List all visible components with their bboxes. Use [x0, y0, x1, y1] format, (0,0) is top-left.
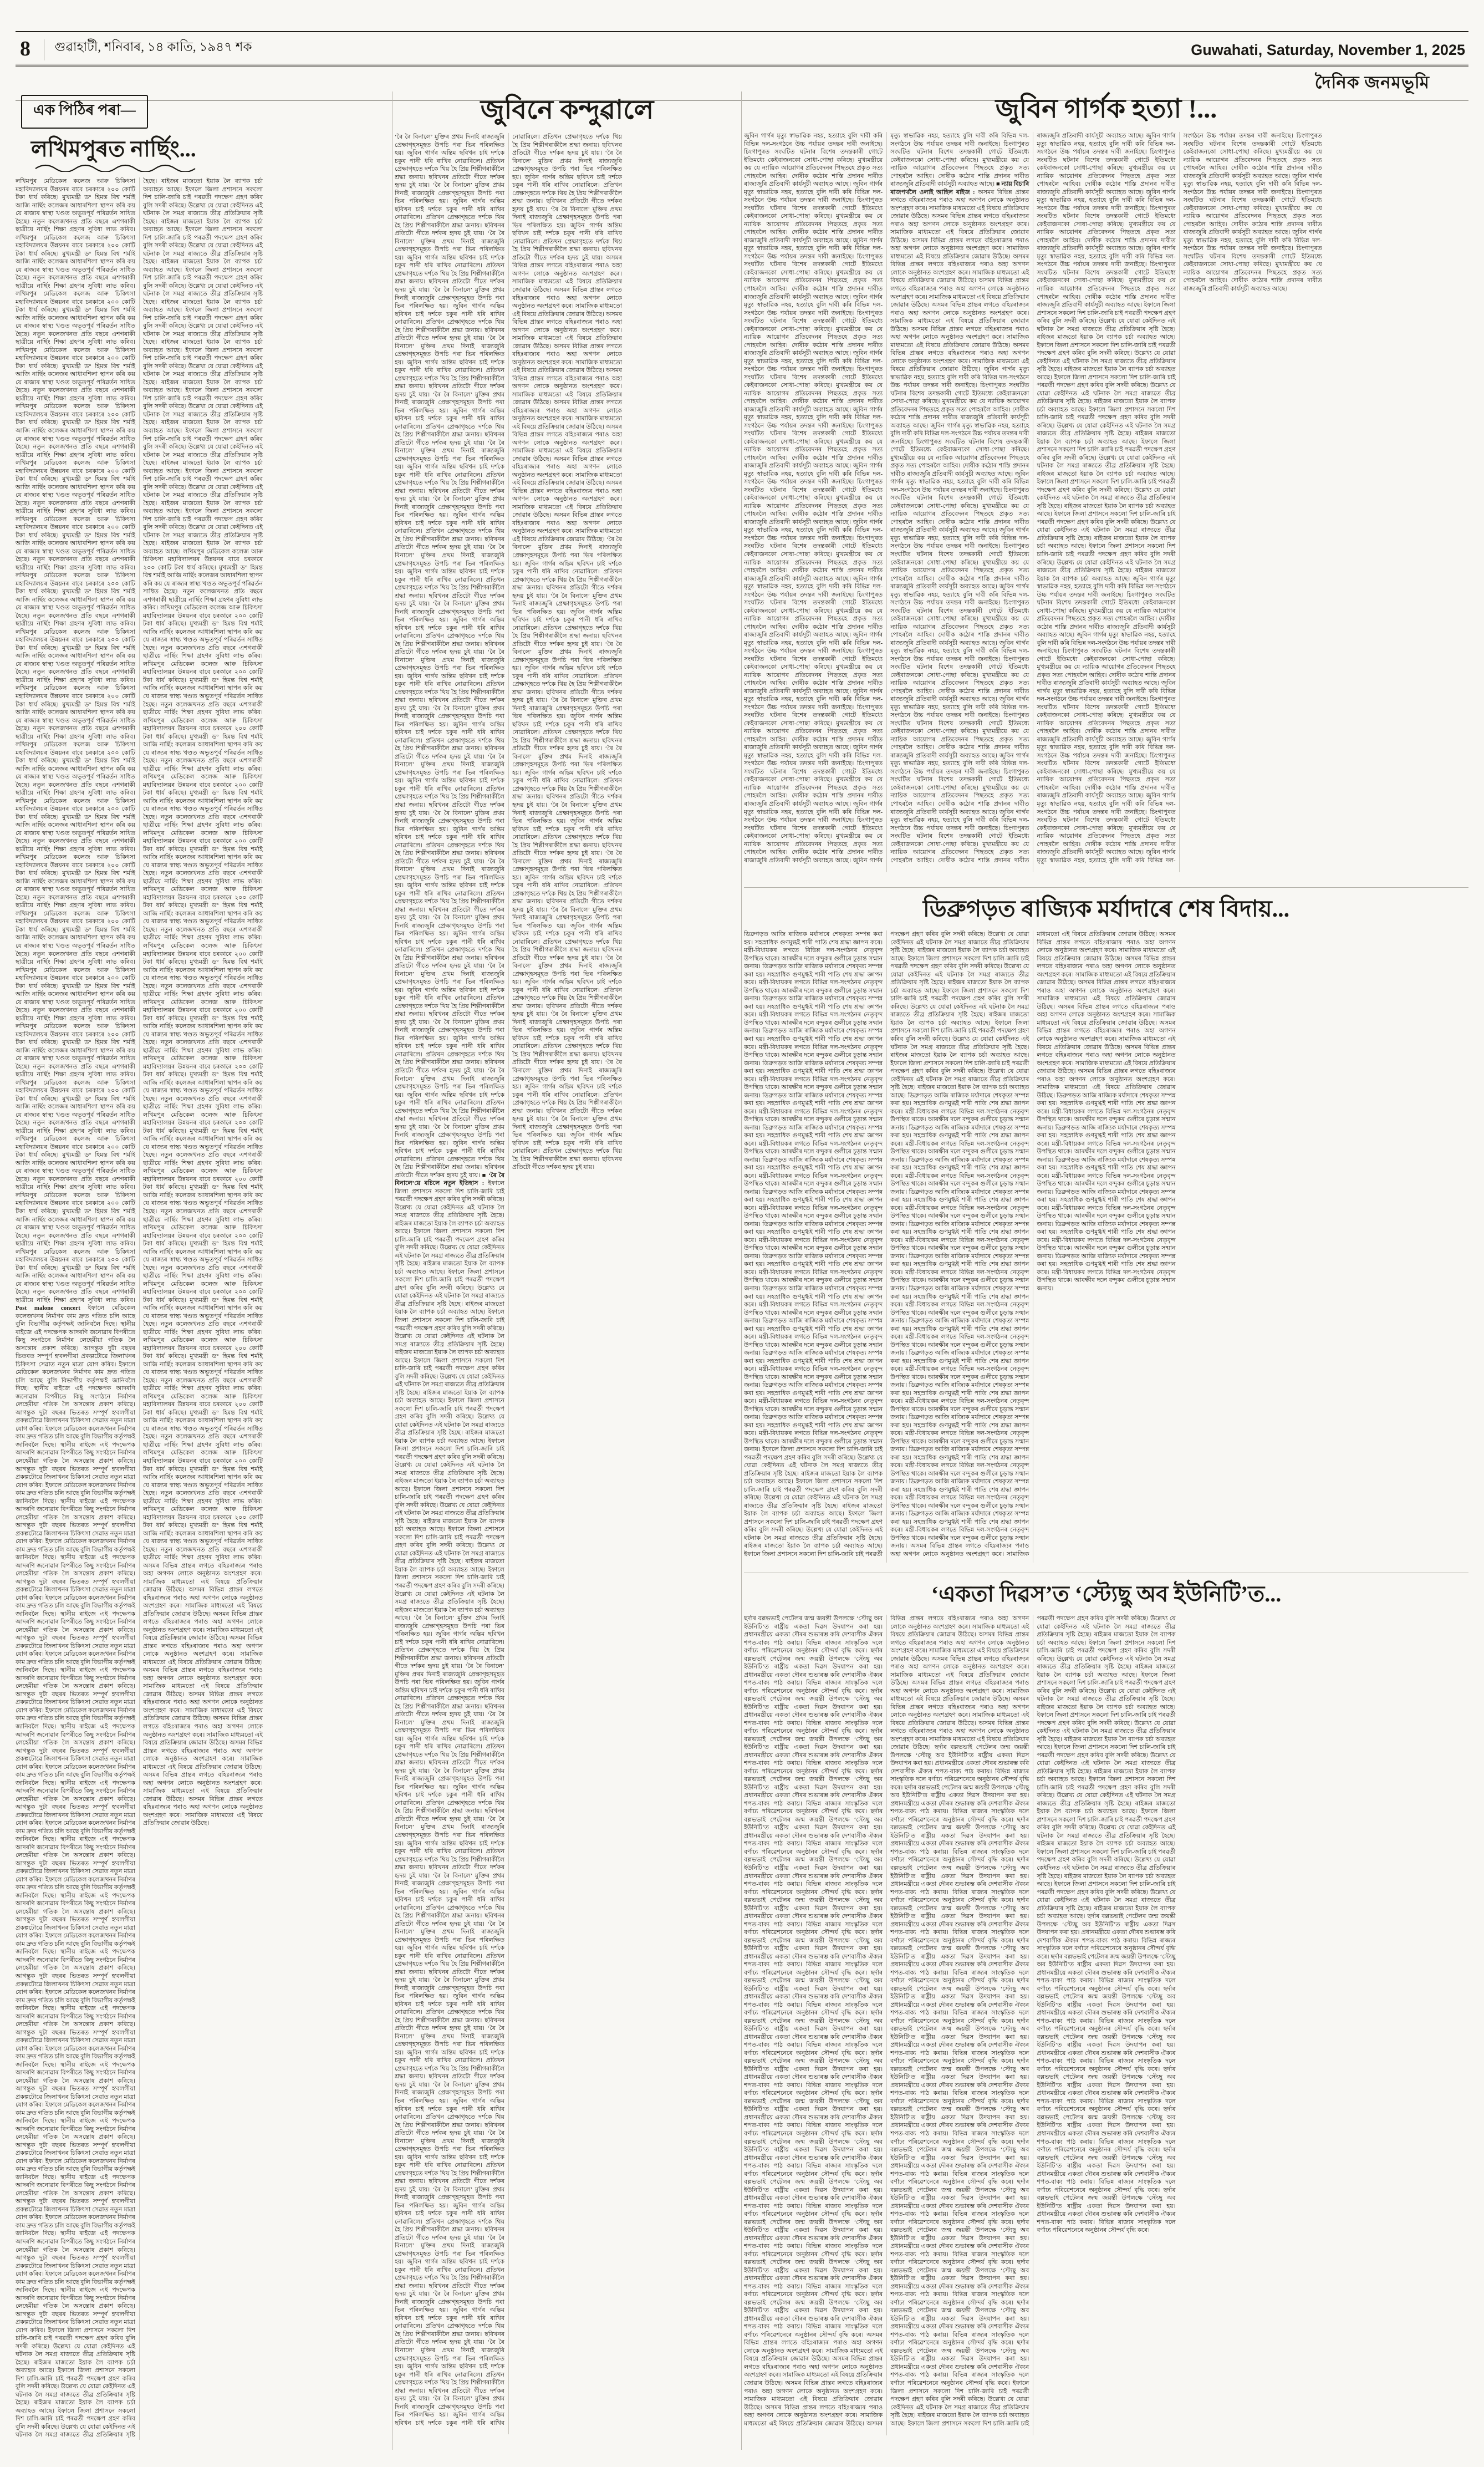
date-english: Guwahati, Saturday, November 1, 2025	[1191, 42, 1465, 58]
body-text: ইফালে জিলা প্ৰশাসনে সকলো দিশ চালি-জাৰি চাই পৰৱৰ্তী পদক্ষেপ গ্ৰহণ কৰিব বুলি সদৰী কৰিছে। উল্লেখ্য যে যোৱা কেইদিনত এই ঘটনাক লৈ সমগ্ৰ ৰাজ্যতে তীব্ৰ প্ৰতিক্ৰিয়াৰ সৃষ্টি হৈছে। ৰাইজৰ মাজতো ইয়াক লৈ ব্যাপক চৰ্চা অব্যাহত আছে। ইফালে জিলা প্ৰশাসনে সকলো দিশ চালি-জাৰি চাই পৰৱৰ্তী পদক্ষেপ গ্ৰহণ কৰিব বুলি সদৰী কৰিছে। উল্লেখ্য যে যোৱা কেইদিনত এই ঘটনাক লৈ সমগ্ৰ ৰাজ্যতে তীব্ৰ প্ৰতিক্ৰিয়াৰ সৃষ্টি হৈছে। ৰাইজৰ মাজতো ইয়াক লৈ ব্যাপক চৰ্চা অব্যাহত আছে। ইফালে জিলা প্ৰশাসনে সকলো দিশ চালি-জাৰি চাই পৰৱৰ্তী পদক্ষেপ গ্ৰহণ কৰিব বুলি সদৰী কৰিছে। উল্লেখ্য যে যোৱা কেইদিনত এই ঘটনাক লৈ সমগ্ৰ ৰাজ্যতে তীব্ৰ প্ৰতিক্ৰিয়াৰ সৃষ্টি হৈছে। ৰাইজৰ মাজতো ইয়াক লৈ ব্যাপক চৰ্চা অব্যাহত আছে। ইফালে জিলা প্ৰশাসনে সকলো দিশ চালি-জাৰি চাই পৰৱৰ্তী পদক্ষেপ গ্ৰহণ কৰিব বুলি সদৰী কৰিছে। উল্লেখ্য যে যোৱা কেইদিনত এই ঘটনাক লৈ সমগ্ৰ ৰাজ্যতে তীব্ৰ প্ৰতিক্ৰিয়াৰ সৃষ্টি হৈছে। ৰাইজৰ মাজতো ইয়াক লৈ ব্যাপক চৰ্চা অব্যাহত আছে। ইফালে জিলা প্ৰশাসনে সকলো দিশ চালি-জাৰি চাই পৰৱৰ্তী পদক্ষেপ গ্ৰহণ কৰিব বুলি সদৰী কৰিছে। উল্লেখ্য যে যোৱা কেইদিনত এই ঘটনাক লৈ সমগ্ৰ ৰাজ্যতে তীব্ৰ প্ৰতিক্ৰিয়াৰ সৃষ্টি হৈছে। ৰাইজৰ মাজতো ইয়াক লৈ ব্যাপক চৰ্চা অব্যাহত আছে। ইফালে জিলা প্ৰশাসনে সকলো দিশ চালি-জাৰি চাই পৰৱৰ্তী পদক্ষেপ গ্ৰহণ কৰিব বুলি সদৰী কৰিছে। উল্লেখ্য যে যোৱা কেইদিনত এই ঘটনাক লৈ সমগ্ৰ ৰাজ্যতে তীব্ৰ প্ৰতিক্ৰিয়াৰ সৃষ্টি হৈছে। ৰাইজৰ মাজতো ইয়াক লৈ ব্যাপক চৰ্চা অব্যাহত আছে। ইফালে জিলা প্ৰশাসনে সকলো দিশ চালি-জাৰি চাই পৰৱৰ্তী পদক্ষেপ গ্ৰহণ কৰিব বুলি সদৰী কৰিছে। উল্লেখ্য যে যোৱা কেইদিনত এই ঘটনাক লৈ সমগ্ৰ ৰাজ্যতে তীব্ৰ প্ৰতিক্ৰিয়াৰ সৃষ্টি হৈছে। ৰাইজৰ মাজতো ইয়াক লৈ ব্যাপক চৰ্চা অব্যাহত আছে। ইফালে জিলা প্ৰশাসনে সকলো দিশ চালি-জাৰি চাই পৰৱৰ্তী পদক্ষেপ গ্ৰহণ কৰিব বুলি সদৰী কৰিছে। উল্লেখ্য যে যোৱা কেইদিনত এই ঘটনাক লৈ সমগ্ৰ ৰাজ্যতে তীব্ৰ প্ৰতিক্ৰিয়াৰ সৃষ্টি হৈছে। ৰাইজৰ মাজতো ইয়াক লৈ ব্যাপক চৰ্চা অব্যাহত আছে। ইফালে জিলা প্ৰশাসনে সকলো দিশ চালি-জাৰি চাই পৰৱৰ্তী পদক্ষেপ গ্ৰহণ কৰিব বুলি সদৰী কৰিছে। উল্লেখ্য যে যোৱা কেইদিনত এই ঘটনাক লৈ সমগ্ৰ ৰাজ্যতে তীব্ৰ প্ৰতিক্ৰিয়াৰ সৃষ্টি হৈছে। ৰাইজৰ মাজতো ইয়াক লৈ ব্যাপক চৰ্চা অব্যাহত আছে। ইফালে জিলা প্ৰশাসনে সকলো দিশ চালি-জাৰি চাই পৰৱৰ্তী পদক্ষেপ গ্ৰহণ কৰিব বুলি সদৰী কৰিছে। উল্লেখ্য যে যোৱা কেইদিনত এই ঘটনাক লৈ সমগ্ৰ ৰাজ্যতে তীব্ৰ প্ৰতিক্ৰিয়াৰ সৃষ্টি হৈছে। ৰাইজৰ মাজতো ইয়াক লৈ ব্যাপক চৰ্চা অব্যাহত আছে। ইফালে জিলা প্ৰশাসনে সকলো দিশ চালি-জাৰি চাই পৰৱৰ্তী পদক্ষেপ গ্ৰহণ কৰিব বুলি সদৰী কৰিছে। উল্লেখ্য যে যোৱা কেইদিনত এই ঘটনাক লৈ সমগ্ৰ ৰাজ্যতে তীব্ৰ প্ৰতিক্ৰিয়াৰ সৃষ্টি হৈছে। ৰাইজৰ মাজতো ইয়াক লৈ ব্যাপক চৰ্চা অব্যাহত আছে। ইফালে জিলা প্ৰশাসনে সকলো দিশ চালি-জাৰি চাই পৰৱৰ্তী পদক্ষেপ গ্ৰহণ কৰিব বুলি সদৰী কৰিছে। উল্লেখ্য যে যোৱা কেইদিনত এই ঘটনাক লৈ সমগ্ৰ ৰাজ্যতে তীব্ৰ প্ৰতিক্ৰিয়াৰ সৃষ্টি হৈছে। ৰাইজৰ মাজতো ইয়াক লৈ ব্যাপক চৰ্চা অব্যাহত আছে।	[16, 178, 263, 2439]
body-text: জুবিন গাৰ্গৰ মৃত্যু স্বাভাৱিক নহয়, হত্যাহে বুলি দাবী কৰি বিভিন্ন দল-সংগঠনে উচ্চ পৰ্যায়ৰ তদন্তৰ দাবী জনাইছে। চিংগাপুৰত সংঘটিত ঘটনাৰ বিশেষ তদন্তকাৰী গোটে ইতিমধ্যে কেইবাজনকো সোধা-পোছা কৰিছে। মুখ্যমন্ত্ৰীয়ে কয় যে ন্যায়িক আয়োগৰ প্ৰতিবেদনৰ পিছতহে প্ৰকৃত সত্য পোহৰলৈ আহিব। দোষীক কঠোৰ শাস্তি প্ৰদানৰ দাবীত ৰাজ্যজুৰি প্ৰতিবাদী কাৰ্যসূচী অব্যাহত আছে। জুবিন গাৰ্গৰ মৃত্যু স্বাভাৱিক নহয়, হত্যাহে বুলি দাবী কৰি বিভিন্ন দল-সংগঠনে উচ্চ পৰ্যায়ৰ তদন্তৰ দাবী জনাইছে। চিংগাপুৰত সংঘটিত ঘটনাৰ বিশেষ তদন্তকাৰী গোটে ইতিমধ্যে কেইবাজনকো সোধা-পোছা কৰিছে। মুখ্যমন্ত্ৰীয়ে কয় যে ন্যায়িক আয়োগৰ প্ৰতিবেদনৰ পিছতহে প্ৰকৃত সত্য পোহৰলৈ আহিব। দোষীক কঠোৰ শাস্তি প্ৰদানৰ দাবীত ৰাজ্যজুৰি প্ৰতিবাদী কাৰ্যসূচী অব্যাহত আছে। জুবিন গাৰ্গৰ মৃত্যু স্বাভাৱিক নহয়, হত্যাহে বুলি দাবী কৰি বিভিন্ন দল-সংগঠনে উচ্চ পৰ্যায়ৰ তদন্তৰ দাবী জনাইছে। চিংগাপুৰত সংঘটিত ঘটনাৰ বিশেষ তদন্তকাৰী গোটে ইতিমধ্যে কেইবাজনকো সোধা-পোছা কৰিছে। মুখ্যমন্ত্ৰীয়ে কয় যে ন্যায়িক আয়োগৰ প্ৰতিবেদনৰ পিছতহে প্ৰকৃত সত্য পোহৰলৈ আহিব। দোষীক কঠোৰ শাস্তি প্ৰদানৰ দাবীত ৰাজ্যজুৰি প্ৰতিবাদী কাৰ্যসূচী অব্যাহত আছে। জুবিন গাৰ্গৰ মৃত্যু স্বাভাৱিক নহয়, হত্যাহে বুলি দাবী কৰি বিভিন্ন দল-সংগঠনে উচ্চ পৰ্যায়ৰ তদন্তৰ দাবী জনাইছে। চিংগাপুৰত সংঘটিত ঘটনাৰ বিশেষ তদন্তকাৰী গোটে ইতিমধ্যে কেইবাজনকো সোধা-পোছা কৰিছে। মুখ্যমন্ত্ৰীয়ে কয় যে ন্যায়িক আয়োগৰ প্ৰতিবেদনৰ পিছতহে প্ৰকৃত সত্য পোহৰলৈ আহিব। দোষীক কঠোৰ শাস্তি প্ৰদানৰ দাবীত ৰাজ্যজুৰি প্ৰতিবাদী কাৰ্যসূচী অব্যাহত আছে। জুবিন গাৰ্গৰ মৃত্যু স্বাভাৱিক নহয়, হত্যাহে বুলি দাবী কৰি বিভিন্ন দল-সংগঠনে উচ্চ পৰ্যায়ৰ তদন্তৰ দাবী জনাইছে। চিংগাপুৰত সংঘটিত ঘটনাৰ বিশেষ তদন্তকাৰী গোটে ইতিমধ্যে কেইবাজনকো সোধা-পোছা কৰিছে। মুখ্যমন্ত্ৰীয়ে কয় যে ন্যায়িক আয়োগৰ প্ৰতিবেদনৰ পিছতহে প্ৰকৃত সত্য পোহৰলৈ আহিব। দোষীক কঠোৰ শাস্তি প্ৰদানৰ দাবীত ৰাজ্যজুৰি প্ৰতিবাদী কাৰ্যসূচী অব্যাহত আছে। জুবিন গাৰ্গৰ মৃত্যু স্বাভাৱিক নহয়, হত্যাহে বুলি দাবী কৰি বিভিন্ন দল-সংগঠনে উচ্চ পৰ্যায়ৰ তদন্তৰ দাবী জনাইছে। চিংগাপুৰত সংঘটিত ঘটনাৰ বিশেষ তদন্তকাৰী গোটে ইতিমধ্যে কেইবাজনকো সোধা-পোছা কৰিছে। মুখ্যমন্ত্ৰীয়ে কয় যে ন্যায়িক আয়োগৰ প্ৰতিবেদনৰ পিছতহে প্ৰকৃত সত্য পোহৰলৈ আহিব। দোষীক কঠোৰ শাস্তি প্ৰদানৰ দাবীত ৰাজ্যজুৰি প্ৰতিবাদী কাৰ্যসূচী অব্যাহত আছে। জুবিন গাৰ্গৰ মৃত্যু স্বাভাৱিক নহয়, হত্যাহে বুলি দাবী কৰি বিভিন্ন দল-সংগঠনে উচ্চ পৰ্যায়ৰ তদন্তৰ দাবী জনাইছে। চিংগাপুৰত সংঘটিত ঘটনাৰ বিশেষ তদন্তকাৰী গোটে ইতিমধ্যে কেইবাজনকো সোধা-পোছা কৰিছে। মুখ্যমন্ত্ৰীয়ে কয় যে ন্যায়িক আয়োগৰ প্ৰতিবেদনৰ পিছতহে প্ৰকৃত সত্য পোহৰলৈ আহিব। দোষীক কঠোৰ শাস্তি প্ৰদানৰ দাবীত ৰাজ্যজুৰি প্ৰতিবাদী কাৰ্যসূচী অব্যাহত আছে। জুবিন গাৰ্গৰ মৃত্যু স্বাভাৱিক নহয়, হত্যাহে বুলি দাবী কৰি বিভিন্ন দল-সংগঠনে উচ্চ পৰ্যায়ৰ তদন্তৰ দাবী জনাইছে। চিংগাপুৰত সংঘটিত ঘটনাৰ বিশেষ তদন্তকাৰী গোটে ইতিমধ্যে কেইবাজনকো সোধা-পোছা কৰিছে। মুখ্যমন্ত্ৰীয়ে কয় যে ন্যায়িক আয়োগৰ প্ৰতিবেদনৰ পিছতহে প্ৰকৃত সত্য পোহৰলৈ আহিব। দোষীক কঠোৰ শাস্তি প্ৰদানৰ দাবীত ৰাজ্যজুৰি প্ৰতিবাদী কাৰ্যসূচী অব্যাহত আছে। জুবিন গাৰ্গৰ মৃত্যু স্বাভাৱিক নহয়, হত্যাহে বুলি দাবী কৰি বিভিন্ন দল-সংগঠনে উচ্চ পৰ্যায়ৰ তদন্তৰ দাবী জনাইছে। চিংগাপুৰত সংঘটিত ঘটনাৰ বিশেষ তদন্তকাৰী গোটে ইতিমধ্যে কেইবাজনকো সোধা-পোছা কৰিছে। মুখ্যমন্ত্ৰীয়ে কয় যে ন্যায়িক আয়োগৰ প্ৰতিবেদনৰ পিছতহে প্ৰকৃত সত্য পোহৰলৈ আহিব। দোষীক কঠোৰ শাস্তি প্ৰদানৰ দাবীত ৰাজ্যজুৰি প্ৰতিবাদী কাৰ্যসূচী অব্যাহত আছে। জুবিন গাৰ্গৰ মৃত্যু স্বাভাৱিক নহয়, হত্যাহে বুলি দাবী কৰি বিভিন্ন দল-সংগঠনে উচ্চ পৰ্যায়ৰ তদন্তৰ দাবী জনাইছে। চিংগাপুৰত সংঘটিত ঘটনাৰ বিশেষ তদন্তকাৰী গোটে ইতিমধ্যে কেইবাজনকো সোধা-পোছা কৰিছে। মুখ্যমন্ত্ৰীয়ে কয় যে ন্যায়িক আয়োগৰ প্ৰতিবেদনৰ পিছতহে প্ৰকৃত সত্য পোহৰলৈ আহিব। দোষীক কঠোৰ শাস্তি প্ৰদানৰ দাবীত ৰাজ্যজুৰি প্ৰতিবাদী কাৰ্যসূচী অব্যাহত আছে। জুবিন গাৰ্গৰ মৃত্যু স্বাভাৱিক নহয়, হত্যাহে বুলি দাবী কৰি বিভিন্ন দল-সংগঠনে উচ্চ পৰ্যায়ৰ তদন্তৰ দাবী জনাইছে। চিংগাপুৰত সংঘটিত ঘটনাৰ বিশেষ তদন্তকাৰী গোটে ইতিমধ্যে কেইবাজনকো সোধা-পোছা কৰিছে। মুখ্যমন্ত্ৰীয়ে কয় যে ন্যায়িক আয়োগৰ প্ৰতিবেদনৰ পিছতহে প্ৰকৃত সত্য পোহৰলৈ আহিব। দোষীক কঠোৰ শাস্তি প্ৰদানৰ দাবীত ৰাজ্যজুৰি প্ৰতিবাদী কাৰ্যসূচী অব্যাহত আছে। জুবিন গাৰ্গৰ মৃত্যু স্বাভাৱিক নহয়, হত্যাহে বুলি দাবী কৰি বিভিন্ন দল-সংগঠনে উচ্চ পৰ্যায়ৰ তদন্তৰ দাবী জনাইছে। চিংগাপুৰত সংঘটিত ঘটনাৰ বিশেষ তদন্তকাৰী গোটে ইতিমধ্যে কেইবাজনকো সোধা-পোছা কৰিছে। মুখ্যমন্ত্ৰীয়ে কয় যে ন্যায়িক আয়োগৰ প্ৰতিবেদনৰ পিছতহে প্ৰকৃত সত্য পোহৰলৈ আহিব। দোষীক কঠোৰ শাস্তি প্ৰদানৰ দাবীত ৰাজ্যজুৰি প্ৰতিবাদী কাৰ্যসূচী অব্যাহত আছে।	[890, 133, 1176, 864]
body-text: ‘ৰৈ ৰৈ বিনালে’ মুক্তিৰ প্ৰথম দিনাই ৰাজ্যজুৰি প্ৰেক্ষাগৃহসমূহত উপচি পৰা ভিৰ পৰিলক্ষিত হয়। জুবিন গাৰ্গৰ অন্তিম ছবিখন চাই দৰ্শকে চকুৰ পানী ধৰি ৰাখিব নোৱাৰিলে। প্ৰতিখন প্ৰেক্ষাগৃহতে দৰ্শকে থিয় হৈ প্ৰিয় শিল্পীগৰাকীলৈ শ্ৰদ্ধা জনায়। ছবিখনৰ প্ৰতিটো গীতে দৰ্শকৰ হৃদয় চুই যায়। ‘ৰৈ ৰৈ বিনালে’ মুক্তিৰ প্ৰথম দিনাই ৰাজ্যজুৰি প্ৰেক্ষাগৃহসমূহত উপচি পৰা ভিৰ পৰিলক্ষিত হয়। জুবিন গাৰ্গৰ অন্তিম ছবিখন চাই দৰ্শকে চকুৰ পানী ধৰি ৰাখিব নোৱাৰিলে। প্ৰতিখন প্ৰেক্ষাগৃহতে দৰ্শকে থিয় হৈ প্ৰিয় শিল্পীগৰাকীলৈ শ্ৰদ্ধা জনায়। ছবিখনৰ প্ৰতিটো গীতে দৰ্শকৰ হৃদয় চুই যায়। ‘ৰৈ ৰৈ বিনালে’ মুক্তিৰ প্ৰথম দিনাই ৰাজ্যজুৰি প্ৰেক্ষাগৃহসমূহত উপচি পৰা ভিৰ পৰিলক্ষিত হয়। জুবিন গাৰ্গৰ অন্তিম ছবিখন চাই দৰ্শকে চকুৰ পানী ধৰি ৰাখিব নোৱাৰিলে। প্ৰতিখন প্ৰেক্ষাগৃহতে দৰ্শকে থিয় হৈ প্ৰিয় শিল্পীগৰাকীলৈ শ্ৰদ্ধা জনায়। ছবিখনৰ প্ৰতিটো গীতে দৰ্শকৰ হৃদয় চুই যায়। ‘ৰৈ ৰৈ বিনালে’ মুক্তিৰ প্ৰথম দিনাই ৰাজ্যজুৰি প্ৰেক্ষাগৃহসমূহত উপচি পৰা ভিৰ পৰিলক্ষিত হয়। জুবিন গাৰ্গৰ অন্তিম ছবিখন চাই দৰ্শকে চকুৰ পানী ধৰি ৰাখিব নোৱাৰিলে। প্ৰতিখন প্ৰেক্ষাগৃহতে দৰ্শকে থিয় হৈ প্ৰিয় শিল্পীগৰাকীলৈ শ্ৰদ্ধা জনায়। ছবিখনৰ প্ৰতিটো গীতে দৰ্শকৰ হৃদয় চুই যায়। ‘ৰৈ ৰৈ বিনালে’ মুক্তিৰ প্ৰথম দিনাই ৰাজ্যজুৰি প্ৰেক্ষাগৃহসমূহত উপচি পৰা ভিৰ পৰিলক্ষিত হয়। জুবিন গাৰ্গৰ অন্তিম ছবিখন চাই দৰ্শকে চকুৰ পানী ধৰি ৰাখিব নোৱাৰিলে। প্ৰতিখন প্ৰেক্ষাগৃহতে দৰ্শকে থিয় হৈ প্ৰিয় শিল্পীগৰাকীলৈ শ্ৰদ্ধা জনায়। ছবিখনৰ প্ৰতিটো গীতে দৰ্শকৰ হৃদয় চুই যায়। ‘ৰৈ ৰৈ বিনালে’ মুক্তিৰ প্ৰথম দিনাই ৰাজ্যজুৰি প্ৰেক্ষাগৃহসমূহত উপচি পৰা ভিৰ পৰিলক্ষিত হয়। জুবিন গাৰ্গৰ অন্তিম ছবিখন চাই দৰ্শকে চকুৰ পানী ধৰি ৰাখিব নোৱাৰিলে। প্ৰতিখন প্ৰেক্ষাগৃহতে দৰ্শকে থিয় হৈ প্ৰিয় শিল্পীগৰাকীলৈ শ্ৰদ্ধা জনায়। ছবিখনৰ প্ৰতিটো গীতে দৰ্শকৰ হৃদয় চুই যায়। ‘ৰৈ ৰৈ বিনালে’ মুক্তিৰ প্ৰথম দিনাই ৰাজ্যজুৰি প্ৰেক্ষাগৃহসমূহত উপচি পৰা ভিৰ পৰিলক্ষিত হয়। জুবিন গাৰ্গৰ অন্তিম ছবিখন চাই দৰ্শকে চকুৰ পানী ধৰি ৰাখিব নোৱাৰিলে। প্ৰতিখন প্ৰেক্ষাগৃহতে দৰ্শকে থিয় হৈ প্ৰিয় শিল্পীগৰাকীলৈ শ্ৰদ্ধা জনায়। ছবিখনৰ প্ৰতিটো গীতে দৰ্শকৰ হৃদয় চুই যায়। ‘ৰৈ ৰৈ বিনালে’ মুক্তিৰ প্ৰথম দিনাই ৰাজ্যজুৰি প্ৰেক্ষাগৃহসমূহত উপচি পৰা ভিৰ পৰিলক্ষিত হয়। জুবিন গাৰ্গৰ অন্তিম ছবিখন চাই দৰ্শকে চকুৰ পানী ধৰি ৰাখিব নোৱাৰিলে। প্ৰতিখন প্ৰেক্ষাগৃহতে দৰ্শকে থিয় হৈ প্ৰিয় শিল্পীগৰাকীলৈ শ্ৰদ্ধা জনায়। ছবিখনৰ প্ৰতিটো গীতে দৰ্শকৰ হৃদয় চুই যায়। ‘ৰৈ ৰৈ বিনালে’ মুক্তিৰ প্ৰথম দিনাই ৰাজ্যজুৰি প্ৰেক্ষাগৃহসমূহত উপচি পৰা ভিৰ পৰিলক্ষিত হয়। জুবিন গাৰ্গৰ অন্তিম ছবিখন চাই দৰ্শকে চকুৰ পানী ধৰি ৰাখিব নোৱাৰিলে। প্ৰতিখন প্ৰেক্ষাগৃহতে দৰ্শকে থিয় হৈ প্ৰিয় শিল্পীগৰাকীলৈ শ্ৰদ্ধা জনায়। ছবিখনৰ প্ৰতিটো গীতে দৰ্শকৰ হৃদয় চুই যায়। ‘ৰৈ ৰৈ বিনালে’ মুক্তিৰ প্ৰথম দিনাই ৰাজ্যজুৰি প্ৰেক্ষাগৃহসমূহত উপচি পৰা ভিৰ পৰিলক্ষিত হয়। জুবিন গাৰ্গৰ অন্তিম ছবিখন চাই দৰ্শকে চকুৰ পানী ধৰি ৰাখিব নোৱাৰিলে। প্ৰতিখন প্ৰেক্ষাগৃহতে দৰ্শকে থিয় হৈ প্ৰিয় শিল্পীগৰাকীলৈ শ্ৰদ্ধা জনায়। ছবিখনৰ প্ৰতিটো গীতে দৰ্শকৰ হৃদয় চুই যায়। ‘ৰৈ ৰৈ বিনালে’ মুক্তিৰ প্ৰথম দিনাই ৰাজ্যজুৰি প্ৰেক্ষাগৃহসমূহত উপচি পৰা ভিৰ পৰিলক্ষিত হয়। জুবিন গাৰ্গৰ অন্তিম ছবিখন চাই দৰ্শকে চকুৰ পানী ধৰি ৰাখিব নোৱাৰিলে। প্ৰতিখন প্ৰেক্ষাগৃহতে দৰ্শকে থিয় হৈ প্ৰিয় শিল্পীগৰাকীলৈ শ্ৰদ্ধা জনায়। ছবিখনৰ প্ৰতিটো গীতে দৰ্শকৰ হৃদয় চুই যায়। ‘ৰৈ ৰৈ বিনালে’ মুক্তিৰ প্ৰথম দিনাই ৰাজ্যজুৰি প্ৰেক্ষাগৃহসমূহত উপচি পৰা ভিৰ পৰিলক্ষিত হয়। জুবিন গাৰ্গৰ অন্তিম ছবিখন চাই দৰ্শকে চকুৰ পানী ধৰি ৰাখিব নোৱাৰিলে। প্ৰতিখন প্ৰেক্ষাগৃহতে দৰ্শকে থিয় হৈ প্ৰিয় শিল্পীগৰাকীলৈ শ্ৰদ্ধা জনায়। ছবিখনৰ প্ৰতিটো গীতে দৰ্শকৰ হৃদয় চুই যায়। ‘ৰৈ ৰৈ বিনালে’ মুক্তিৰ প্ৰথম দিনাই ৰাজ্যজুৰি প্ৰেক্ষাগৃহসমূহত উপচি পৰা ভিৰ পৰিলক্ষিত হয়। জুবিন গাৰ্গৰ অন্তিম ছবিখন চাই দৰ্শকে চকুৰ পানী ধৰি ৰাখিব নোৱাৰিলে। প্ৰতিখন প্ৰেক্ষাগৃহতে দৰ্শকে থিয় হৈ প্ৰিয় শিল্পীগৰাকীলৈ শ্ৰদ্ধা জনায়। ছবিখনৰ প্ৰতিটো গীতে দৰ্শকৰ হৃদয় চুই যায়। ‘ৰৈ ৰৈ বিনালে’ মুক্তিৰ প্ৰথম দিনাই ৰাজ্যজুৰি প্ৰেক্ষাগৃহসমূহত উপচি পৰা ভিৰ পৰিলক্ষিত হয়। জুবিন গাৰ্গৰ অন্তিম ছবিখন চাই দৰ্শকে চকুৰ পানী ধৰি ৰাখিব নোৱাৰিলে। প্ৰতিখন প্ৰেক্ষাগৃহতে দৰ্শকে থিয় হৈ প্ৰিয় শিল্পীগৰাকীলৈ শ্ৰদ্ধা জনায়। ছবিখনৰ প্ৰতিটো গীতে দৰ্শকৰ হৃদয় চুই যায়। ‘ৰৈ ৰৈ বিনালে’ মুক্তিৰ প্ৰথম দিনাই ৰাজ্যজুৰি প্ৰেক্ষাগৃহসমূহত উপচি পৰা ভিৰ পৰিলক্ষিত হয়। জুবিন গাৰ্গৰ অন্তিম ছবিখন চাই দৰ্শকে চকুৰ পানী ধৰি ৰাখিব নোৱাৰিলে। প্ৰতিখন প্ৰেক্ষাগৃহতে দৰ্শকে থিয় হৈ প্ৰিয় শিল্পীগৰাকীলৈ শ্ৰদ্ধা জনায়। ছবিখনৰ প্ৰতিটো গীতে দৰ্শকৰ হৃদয় চুই যায়। ‘ৰৈ ৰৈ বিনালে’ মুক্তিৰ প্ৰথম দিনাই ৰাজ্যজুৰি প্ৰেক্ষাগৃহসমূহত উপচি পৰা ভিৰ পৰিলক্ষিত হয়। জুবিন গাৰ্গৰ অন্তিম ছবিখন চাই দৰ্শকে চকুৰ পানী ধৰি ৰাখিব নোৱাৰিলে। প্ৰতিখন প্ৰেক্ষাগৃহতে দৰ্শকে থিয় হৈ প্ৰিয় শিল্পীগৰাকীলৈ শ্ৰদ্ধা জনায়। ছবিখনৰ প্ৰতিটো গীতে দৰ্শকৰ হৃদয় চুই যায়। ‘ৰৈ ৰৈ বিনালে’ মুক্তিৰ প্ৰথম দিনাই ৰাজ্যজুৰি প্ৰেক্ষাগৃহসমূহত উপচি পৰা ভিৰ পৰিলক্ষিত হয়। জুবিন গাৰ্গৰ অন্তিম ছবিখন চাই দৰ্শকে চকুৰ পানী ধৰি ৰাখিব নোৱাৰিলে। প্ৰতিখন প্ৰেক্ষাগৃহতে দৰ্শকে থিয় হৈ প্ৰিয় শিল্পীগৰাকীলৈ শ্ৰদ্ধা জনায়। ছবিখনৰ প্ৰতিটো গীতে দৰ্শকৰ হৃদয় চুই যায়। ‘ৰৈ ৰৈ বিনালে’ মুক্তিৰ প্ৰথম দিনাই ৰাজ্যজুৰি প্ৰেক্ষাগৃহসমূহত উপচি পৰা ভিৰ পৰিলক্ষিত হয়। জুবিন গাৰ্গৰ অন্তিম ছবিখন চাই দৰ্শকে চকুৰ পানী ধৰি ৰাখিব নোৱাৰিলে। প্ৰতিখন প্ৰেক্ষাগৃহতে দৰ্শকে থিয় হৈ প্ৰিয় শিল্পীগৰাকীলৈ শ্ৰদ্ধা জনায়। ছবিখনৰ প্ৰতিটো গীতে দৰ্শকৰ হৃদয় চুই যায়। ‘ৰৈ ৰৈ বিনালে’ মুক্তিৰ প্ৰথম দিনাই ৰাজ্যজুৰি প্ৰেক্ষাগৃহসমূহত উপচি পৰা ভিৰ পৰিলক্ষিত হয়। জুবিন গাৰ্গৰ অন্তিম ছবিখন চাই দৰ্শকে চকুৰ পানী ধৰি ৰাখিব নোৱাৰিলে। প্ৰতিখন প্ৰেক্ষাগৃহতে দৰ্শকে থিয় হৈ প্ৰিয় শিল্পীগৰাকীলৈ শ্ৰদ্ধা জনায়। ছবিখনৰ প্ৰতিটো গীতে দৰ্শকৰ হৃদয় চুই যায়। ‘ৰৈ ৰৈ বিনালে’ মুক্তিৰ প্ৰথম দিনাই ৰাজ্যজুৰি প্ৰেক্ষাগৃহসমূহত উপচি পৰা ভিৰ পৰিলক্ষিত হয়। জুবিন গাৰ্গৰ অন্তিম ছবিখন চাই দৰ্শকে চকুৰ পানী ধৰি ৰাখিব নোৱাৰিলে। প্ৰতিখন প্ৰেক্ষাগৃহতে দৰ্শকে থিয় হৈ প্ৰিয় শিল্পীগৰাকীলৈ শ্ৰদ্ধা জনায়। ছবিখনৰ প্ৰতিটো গীতে দৰ্শকৰ হৃদয় চুই যায়।	[395, 134, 504, 1179]
article-zubeen-garg-murder	[744, 91, 1468, 884]
body-text: ডিব্ৰুগড়ত আজি ৰাজ্যিক মৰ্যাদাৰে শেষকৃত্য সম্পন্ন কৰা হয়। সহস্ৰাধিক গুণমুগ্ধই শাৰী পাতি শেষ শ্ৰদ্ধা জ্ঞাপন কৰে। মন্ত্ৰী-বিধায়কৰ লগতে বিভিন্ন দল-সংগঠনৰ নেতৃবৃন্দ উপস্থিত থাকে। আৰক্ষীৰ দলে বন্দুকৰ গুলীৰে চূড়ান্ত সন্মান জনায়। ডিব্ৰুগড়ত আজি ৰাজ্যিক মৰ্যাদাৰে শেষকৃত্য সম্পন্ন কৰা হয়। সহস্ৰাধিক গুণমুগ্ধই শাৰী পাতি শেষ শ্ৰদ্ধা জ্ঞাপন কৰে। মন্ত্ৰী-বিধায়কৰ লগতে বিভিন্ন দল-সংগঠনৰ নেতৃবৃন্দ উপস্থিত থাকে। আৰক্ষীৰ দলে বন্দুকৰ গুলীৰে চূড়ান্ত সন্মান জনায়। ডিব্ৰুগড়ত আজি ৰাজ্যিক মৰ্যাদাৰে শেষকৃত্য সম্পন্ন কৰা হয়। সহস্ৰাধিক গুণমুগ্ধই শাৰী পাতি শেষ শ্ৰদ্ধা জ্ঞাপন কৰে। মন্ত্ৰী-বিধায়কৰ লগতে বিভিন্ন দল-সংগঠনৰ নেতৃবৃন্দ উপস্থিত থাকে। আৰক্ষীৰ দলে বন্দুকৰ গুলীৰে চূড়ান্ত সন্মান জনায়। ডিব্ৰুগড়ত আজি ৰাজ্যিক মৰ্যাদাৰে শেষকৃত্য সম্পন্ন কৰা হয়। সহস্ৰাধিক গুণমুগ্ধই শাৰী পাতি শেষ শ্ৰদ্ধা জ্ঞাপন কৰে। মন্ত্ৰী-বিধায়কৰ লগতে বিভিন্ন দল-সংগঠনৰ নেতৃবৃন্দ উপস্থিত থাকে। আৰক্ষীৰ দলে বন্দুকৰ গুলীৰে চূড়ান্ত সন্মান জনায়। ডিব্ৰুগড়ত আজি ৰাজ্যিক মৰ্যাদাৰে শেষকৃত্য সম্পন্ন কৰা হয়। সহস্ৰাধিক গুণমুগ্ধই শাৰী পাতি শেষ শ্ৰদ্ধা জ্ঞাপন কৰে। মন্ত্ৰী-বিধায়কৰ লগতে বিভিন্ন দল-সংগঠনৰ নেতৃবৃন্দ উপস্থিত থাকে। আৰক্ষীৰ দলে বন্দুকৰ গুলীৰে চূড়ান্ত সন্মান জনায়। ডিব্ৰুগড়ত আজি ৰাজ্যিক মৰ্যাদাৰে শেষকৃত্য সম্পন্ন কৰা হয়। সহস্ৰাধিক গুণমুগ্ধই শাৰী পাতি শেষ শ্ৰদ্ধা জ্ঞাপন কৰে। মন্ত্ৰী-বিধায়কৰ লগতে বিভিন্ন দল-সংগঠনৰ নেতৃবৃন্দ উপস্থিত থাকে। আৰক্ষীৰ দলে বন্দুকৰ গুলীৰে চূড়ান্ত সন্মান জনায়। ডিব্ৰুগড়ত আজি ৰাজ্যিক মৰ্যাদাৰে শেষকৃত্য সম্পন্ন কৰা হয়। সহস্ৰাধিক গুণমুগ্ধই শাৰী পাতি শেষ শ্ৰদ্ধা জ্ঞাপন কৰে। মন্ত্ৰী-বিধায়কৰ লগতে বিভিন্ন দল-সংগঠনৰ নেতৃবৃন্দ উপস্থিত থাকে। আৰক্ষীৰ দলে বন্দুকৰ গুলীৰে চূড়ান্ত সন্মান জনায়। ডিব্ৰুগড়ত আজি ৰাজ্যিক মৰ্যাদাৰে শেষকৃত্য সম্পন্ন কৰা হয়। সহস্ৰাধিক গুণমুগ্ধই শাৰী পাতি শেষ শ্ৰদ্ধা জ্ঞাপন কৰে। মন্ত্ৰী-বিধায়কৰ লগতে বিভিন্ন দল-সংগঠনৰ নেতৃবৃন্দ উপস্থিত থাকে। আৰক্ষীৰ দলে বন্দুকৰ গুলীৰে চূড়ান্ত সন্মান জনায়। ডিব্ৰুগড়ত আজি ৰাজ্যিক মৰ্যাদাৰে শেষকৃত্য সম্পন্ন কৰা হয়। সহস্ৰাধিক গুণমুগ্ধই শাৰী পাতি শেষ শ্ৰদ্ধা জ্ঞাপন কৰে। মন্ত্ৰী-বিধায়কৰ লগতে বিভিন্ন দল-সংগঠনৰ নেতৃবৃন্দ উপস্থিত থাকে। আৰক্ষীৰ দলে বন্দুকৰ গুলীৰে চূড়ান্ত সন্মান জনায়। ডিব্ৰুগড়ত আজি ৰাজ্যিক মৰ্যাদাৰে শেষকৃত্য সম্পন্ন কৰা হয়। সহস্ৰাধিক গুণমুগ্ধই শাৰী পাতি শেষ শ্ৰদ্ধা জ্ঞাপন কৰে। মন্ত্ৰী-বিধায়কৰ লগতে বিভিন্ন দল-সংগঠনৰ নেতৃবৃন্দ উপস্থিত থাকে। আৰক্ষীৰ দলে বন্দুকৰ গুলীৰে চূড়ান্ত সন্মান জনায়। ডিব্ৰুগড়ত আজি ৰাজ্যিক মৰ্যাদাৰে শেষকৃত্য সম্পন্ন কৰা হয়। সহস্ৰাধিক গুণমুগ্ধই শাৰী পাতি শেষ শ্ৰদ্ধা জ্ঞাপন কৰে। মন্ত্ৰী-বিধায়কৰ লগতে বিভিন্ন দল-সংগঠনৰ নেতৃবৃন্দ উপস্থিত থাকে। আৰক্ষীৰ দলে বন্দুকৰ গুলীৰে চূড়ান্ত সন্মান জনায়। ডিব্ৰুগড়ত আজি ৰাজ্যিক মৰ্যাদাৰে শেষকৃত্য সম্পন্ন কৰা হয়। সহস্ৰাধিক গুণমুগ্ধই শাৰী পাতি শেষ শ্ৰদ্ধা জ্ঞাপন কৰে। মন্ত্ৰী-বিধায়কৰ লগতে বিভিন্ন দল-সংগঠনৰ নেতৃবৃন্দ উপস্থিত থাকে। আৰক্ষীৰ দলে বন্দুকৰ গুলীৰে চূড়ান্ত সন্মান জনায়। ডিব্ৰুগড়ত আজি ৰাজ্যিক মৰ্যাদাৰে শেষকৃত্য সম্পন্ন কৰা হয়। সহস্ৰাধিক গুণমুগ্ধই শাৰী পাতি শেষ শ্ৰদ্ধা জ্ঞাপন কৰে। মন্ত্ৰী-বিধায়কৰ লগতে বিভিন্ন দল-সংগঠনৰ নেতৃবৃন্দ উপস্থিত থাকে। আৰক্ষীৰ দলে বন্দুকৰ গুলীৰে চূড়ান্ত সন্মান জনায়। ডিব্ৰুগড়ত আজি ৰাজ্যিক মৰ্যাদাৰে শেষকৃত্য সম্পন্ন কৰা হয়। সহস্ৰাধিক গুণমুগ্ধই শাৰী পাতি শেষ শ্ৰদ্ধা জ্ঞাপন কৰে। মন্ত্ৰী-বিধায়কৰ লগতে বিভিন্ন দল-সংগঠনৰ নেতৃবৃন্দ উপস্থিত থাকে। আৰক্ষীৰ দলে বন্দুকৰ গুলীৰে চূড়ান্ত সন্মান জনায়।	[890, 1092, 1029, 1550]
headline-zubeen-garg-murder: জুবিন গাৰ্গক হত্যা !...	[995, 94, 1217, 124]
article-lakhimpur-nursing	[16, 91, 390, 2450]
body-text: জুবিন গাৰ্গৰ মৃত্যু স্বাভাৱিক নহয়, হত্যাহে বুলি দাবী কৰি বিভিন্ন দল-সংগঠনে উচ্চ পৰ্যায়ৰ তদন্তৰ দাবী জনাইছে। চিংগাপুৰত সংঘটিত ঘটনাৰ বিশেষ তদন্তকাৰী গোটে ইতিমধ্যে কেইবাজনকো সোধা-পোছা কৰিছে। মুখ্যমন্ত্ৰীয়ে কয় যে ন্যায়িক আয়োগৰ প্ৰতিবেদনৰ পিছতহে প্ৰকৃত সত্য পোহৰলৈ আহিব। দোষীক কঠোৰ শাস্তি প্ৰদানৰ দাবীত ৰাজ্যজুৰি প্ৰতিবাদী কাৰ্যসূচী অব্যাহত আছে। জুবিন গাৰ্গৰ মৃত্যু স্বাভাৱিক নহয়, হত্যাহে বুলি দাবী কৰি বিভিন্ন দল-সংগঠনে উচ্চ পৰ্যায়ৰ তদন্তৰ দাবী জনাইছে। চিংগাপুৰত সংঘটিত ঘটনাৰ বিশেষ তদন্তকাৰী গোটে ইতিমধ্যে কেইবাজনকো সোধা-পোছা কৰিছে। মুখ্যমন্ত্ৰীয়ে কয় যে ন্যায়িক আয়োগৰ প্ৰতিবেদনৰ পিছতহে প্ৰকৃত সত্য পোহৰলৈ আহিব। দোষীক কঠোৰ শাস্তি প্ৰদানৰ দাবীত ৰাজ্যজুৰি প্ৰতিবাদী কাৰ্যসূচী অব্যাহত আছে। জুবিন গাৰ্গৰ মৃত্যু স্বাভাৱিক নহয়, হত্যাহে বুলি দাবী কৰি বিভিন্ন দল-সংগঠনে উচ্চ পৰ্যায়ৰ তদন্তৰ দাবী জনাইছে। চিংগাপুৰত সংঘটিত ঘটনাৰ বিশেষ তদন্তকাৰী গোটে ইতিমধ্যে কেইবাজনকো সোধা-পোছা কৰিছে। মুখ্যমন্ত্ৰীয়ে কয় যে ন্যায়িক আয়োগৰ প্ৰতিবেদনৰ পিছতহে প্ৰকৃত সত্য পোহৰলৈ আহিব। দোষীক কঠোৰ শাস্তি প্ৰদানৰ দাবীত ৰাজ্যজুৰি প্ৰতিবাদী কাৰ্যসূচী অব্যাহত আছে। জুবিন গাৰ্গৰ মৃত্যু স্বাভাৱিক নহয়, হত্যাহে বুলি দাবী কৰি বিভিন্ন দল-সংগঠনে উচ্চ পৰ্যায়ৰ তদন্তৰ দাবী জনাইছে। চিংগাপুৰত সংঘটিত ঘটনাৰ বিশেষ তদন্তকাৰী গোটে ইতিমধ্যে কেইবাজনকো সোধা-পোছা কৰিছে। মুখ্যমন্ত্ৰীয়ে কয় যে ন্যায়িক আয়োগৰ প্ৰতিবেদনৰ পিছতহে প্ৰকৃত সত্য পোহৰলৈ আহিব। দোষীক কঠোৰ শাস্তি প্ৰদানৰ দাবীত ৰাজ্যজুৰি প্ৰতিবাদী কাৰ্যসূচী অব্যাহত আছে। জুবিন গাৰ্গৰ মৃত্যু স্বাভাৱিক নহয়, হত্যাহে বুলি দাবী কৰি বিভিন্ন দল-সংগঠনে উচ্চ পৰ্যায়ৰ তদন্তৰ দাবী জনাইছে। চিংগাপুৰত সংঘটিত ঘটনাৰ বিশেষ তদন্তকাৰী গোটে ইতিমধ্যে কেইবাজনকো সোধা-পোছা কৰিছে। মুখ্যমন্ত্ৰীয়ে কয় যে ন্যায়িক আয়োগৰ প্ৰতিবেদনৰ পিছতহে প্ৰকৃত সত্য পোহৰলৈ আহিব। দোষীক কঠোৰ শাস্তি প্ৰদানৰ দাবীত ৰাজ্যজুৰি প্ৰতিবাদী কাৰ্যসূচী অব্যাহত আছে। জুবিন গাৰ্গৰ মৃত্যু স্বাভাৱিক নহয়, হত্যাহে বুলি দাবী কৰি বিভিন্ন দল-সংগঠনে উচ্চ পৰ্যায়ৰ তদন্তৰ দাবী জনাইছে। চিংগাপুৰত সংঘটিত ঘটনাৰ বিশেষ তদন্তকাৰী গোটে ইতিমধ্যে কেইবাজনকো সোধা-পোছা কৰিছে। মুখ্যমন্ত্ৰীয়ে কয় যে ন্যায়িক আয়োগৰ প্ৰতিবেদনৰ পিছতহে প্ৰকৃত সত্য পোহৰলৈ আহিব। দোষীক কঠোৰ শাস্তি প্ৰদানৰ দাবীত ৰাজ্যজুৰি প্ৰতিবাদী কাৰ্যসূচী অব্যাহত আছে। জুবিন গাৰ্গৰ মৃত্যু স্বাভাৱিক নহয়, হত্যাহে বুলি দাবী কৰি বিভিন্ন দল-সংগঠনে উচ্চ পৰ্যায়ৰ তদন্তৰ দাবী জনাইছে। চিংগাপুৰত সংঘটিত ঘটনাৰ বিশেষ তদন্তকাৰী গোটে ইতিমধ্যে কেইবাজনকো সোধা-পোছা কৰিছে। মুখ্যমন্ত্ৰীয়ে কয় যে ন্যায়িক আয়োগৰ প্ৰতিবেদনৰ পিছতহে প্ৰকৃত সত্য পোহৰলৈ আহিব। দোষীক কঠোৰ শাস্তি প্ৰদানৰ দাবীত ৰাজ্যজুৰি প্ৰতিবাদী কাৰ্যসূচী অব্যাহত আছে। জুবিন গাৰ্গৰ মৃত্যু স্বাভাৱিক নহয়, হত্যাহে বুলি দাবী কৰি বিভিন্ন দল-সংগঠনে উচ্চ পৰ্যায়ৰ তদন্তৰ দাবী জনাইছে। চিংগাপুৰত সংঘটিত ঘটনাৰ বিশেষ তদন্তকাৰী গোটে ইতিমধ্যে কেইবাজনকো সোধা-পোছা কৰিছে। মুখ্যমন্ত্ৰীয়ে কয় যে ন্যায়িক আয়োগৰ প্ৰতিবেদনৰ পিছতহে প্ৰকৃত সত্য পোহৰলৈ আহিব। দোষীক কঠোৰ শাস্তি প্ৰদানৰ দাবীত ৰাজ্যজুৰি প্ৰতিবাদী কাৰ্যসূচী অব্যাহত আছে।	[1037, 133, 1322, 864]
body-text: অসমৰ বিভিন্ন প্ৰান্তৰ লগতে বহিঃৰাজ্যৰ পৰাও অহা অগণন লোকে অনুষ্ঠানত অংশগ্ৰহণ কৰে। সামাজিক মাধ্যমতো এই বিষয়ে প্ৰতিক্ৰিয়াৰ জোৱাৰ উঠিছে। অসমৰ বিভিন্ন প্ৰান্তৰ লগতে বহিঃৰাজ্যৰ পৰাও অহা অগণন লোকে অনুষ্ঠানত অংশগ্ৰহণ কৰে। সামাজিক মাধ্যমতো এই বিষয়ে প্ৰতিক্ৰিয়াৰ জোৱাৰ উঠিছে। অসমৰ বিভিন্ন প্ৰান্তৰ লগতে বহিঃৰাজ্যৰ পৰাও অহা অগণন লোকে অনুষ্ঠানত অংশগ্ৰহণ কৰে। সামাজিক মাধ্যমতো এই বিষয়ে প্ৰতিক্ৰিয়াৰ জোৱাৰ উঠিছে। অসমৰ বিভিন্ন প্ৰান্তৰ লগতে বহিঃৰাজ্যৰ পৰাও অহা অগণন লোকে অনুষ্ঠানত অংশগ্ৰহণ কৰে। সামাজিক মাধ্যমতো এই বিষয়ে প্ৰতিক্ৰিয়াৰ জোৱাৰ উঠিছে। অসমৰ বিভিন্ন প্ৰান্তৰ লগতে বহিঃৰাজ্যৰ পৰাও অহা অগণন লোকে অনুষ্ঠানত অংশগ্ৰহণ কৰে। সামাজিক মাধ্যমতো এই বিষয়ে প্ৰতিক্ৰিয়াৰ জোৱাৰ উঠিছে। অসমৰ বিভিন্ন প্ৰান্তৰ লগতে বহিঃৰাজ্যৰ পৰাও অহা অগণন লোকে অনুষ্ঠানত অংশগ্ৰহণ কৰে। সামাজিক মাধ্যমতো এই বিষয়ে প্ৰতিক্ৰিয়াৰ জোৱাৰ উঠিছে। অসমৰ বিভিন্ন প্ৰান্তৰ লগতে বহিঃৰাজ্যৰ পৰাও অহা অগণন লোকে অনুষ্ঠানত অংশগ্ৰহণ কৰে। সামাজিক মাধ্যমতো এই বিষয়ে প্ৰতিক্ৰিয়াৰ জোৱাৰ উঠিছে। অসমৰ বিভিন্ন প্ৰান্তৰ লগতে বহিঃৰাজ্যৰ পৰাও অহা অগণন লোকে অনুষ্ঠানত অংশগ্ৰহণ কৰে। সামাজিক মাধ্যমতো এই বিষয়ে প্ৰতিক্ৰিয়াৰ জোৱাৰ উঠিছে।	[890, 189, 1029, 373]
body-text: ইফালে জিলা প্ৰশাসনে সকলো দিশ চালি-জাৰি চাই পৰৱৰ্তী পদক্ষেপ গ্ৰহণ কৰিব বুলি সদৰী কৰিছে। উল্লেখ্য যে যোৱা কেইদিনত এই ঘটনাক লৈ সমগ্ৰ ৰাজ্যতে তীব্ৰ প্ৰতিক্ৰিয়াৰ সৃষ্টি হৈছে। ৰাইজৰ মাজতো ইয়াক লৈ ব্যাপক চৰ্চা অব্যাহত আছে। ইফালে জিলা প্ৰশাসনে সকলো দিশ চালি-জাৰি চাই পৰৱৰ্তী পদক্ষেপ গ্ৰহণ কৰিব বুলি সদৰী কৰিছে। উল্লেখ্য যে যোৱা কেইদিনত এই ঘটনাক লৈ সমগ্ৰ ৰাজ্যতে তীব্ৰ প্ৰতিক্ৰিয়াৰ সৃষ্টি হৈছে। ৰাইজৰ মাজতো ইয়াক লৈ ব্যাপক চৰ্চা অব্যাহত আছে। ইফালে জিলা প্ৰশাসনে সকলো দিশ চালি-জাৰি চাই পৰৱৰ্তী পদক্ষেপ গ্ৰহণ কৰিব বুলি সদৰী কৰিছে। উল্লেখ্য যে যোৱা কেইদিনত এই ঘটনাক লৈ সমগ্ৰ ৰাজ্যতে তীব্ৰ প্ৰতিক্ৰিয়াৰ সৃষ্টি হৈছে। ৰাইজৰ মাজতো ইয়াক লৈ ব্যাপক চৰ্চা অব্যাহত আছে। ইফালে জিলা প্ৰশাসনে সকলো দিশ চালি-জাৰি চাই পৰৱৰ্তী পদক্ষেপ গ্ৰহণ কৰিব বুলি সদৰী কৰিছে। উল্লেখ্য যে যোৱা কেইদিনত এই ঘটনাক লৈ সমগ্ৰ ৰাজ্যতে তীব্ৰ প্ৰতিক্ৰিয়াৰ সৃষ্টি হৈছে। ৰাইজৰ মাজতো ইয়াক লৈ ব্যাপক চৰ্চা অব্যাহত আছে। ইফালে জিলা প্ৰশাসনে সকলো দিশ চালি-জাৰি চাই পৰৱৰ্তী পদক্ষেপ গ্ৰহণ কৰিব বুলি সদৰী কৰিছে। উল্লেখ্য যে যোৱা কেইদিনত এই ঘটনাক লৈ সমগ্ৰ ৰাজ্যতে তীব্ৰ প্ৰতিক্ৰিয়াৰ সৃষ্টি হৈছে। ৰাইজৰ মাজতো ইয়াক লৈ ব্যাপক চৰ্চা অব্যাহত আছে। ইফালে জিলা প্ৰশাসনে সকলো দিশ চালি-জাৰি চাই পৰৱৰ্তী পদক্ষেপ গ্ৰহণ কৰিব বুলি সদৰী কৰিছে। উল্লেখ্য যে যোৱা কেইদিনত এই ঘটনাক লৈ সমগ্ৰ ৰাজ্যতে তীব্ৰ প্ৰতিক্ৰিয়াৰ সৃষ্টি হৈছে। ৰাইজৰ মাজতো ইয়াক লৈ ব্যাপক চৰ্চা অব্যাহত আছে। ইফালে জিলা প্ৰশাসনে সকলো দিশ চালি-জাৰি চাই পৰৱৰ্তী পদক্ষেপ গ্ৰহণ কৰিব বুলি সদৰী কৰিছে। উল্লেখ্য যে যোৱা কেইদিনত এই ঘটনাক লৈ সমগ্ৰ ৰাজ্যতে তীব্ৰ প্ৰতিক্ৰিয়াৰ সৃষ্টি হৈছে। ৰাইজৰ মাজতো ইয়াক লৈ ব্যাপক চৰ্চা অব্যাহত আছে। ইফালে জিলা প্ৰশাসনে সকলো দিশ চালি-জাৰি চাই পৰৱৰ্তী পদক্ষেপ গ্ৰহণ কৰিব বুলি সদৰী কৰিছে। উল্লেখ্য যে যোৱা কেইদিনত এই ঘটনাক লৈ সমগ্ৰ ৰাজ্যতে তীব্ৰ প্ৰতিক্ৰিয়াৰ সৃষ্টি হৈছে। ৰাইজৰ মাজতো ইয়াক লৈ ব্যাপক চৰ্চা অব্যাহত আছে।	[1037, 302, 1176, 582]
body-text: ডিব্ৰুগড়ত আজি ৰাজ্যিক মৰ্যাদাৰে শেষকৃত্য সম্পন্ন কৰা হয়। সহস্ৰাধিক গুণমুগ্ধই শাৰী পাতি শেষ শ্ৰদ্ধা জ্ঞাপন কৰে। মন্ত্ৰী-বিধায়কৰ লগতে বিভিন্ন দল-সংগঠনৰ নেতৃবৃন্দ উপস্থিত থাকে। আৰক্ষীৰ দলে বন্দুকৰ গুলীৰে চূড়ান্ত সন্মান জনায়। ডিব্ৰুগড়ত আজি ৰাজ্যিক মৰ্যাদাৰে শেষকৃত্য সম্পন্ন কৰা হয়। সহস্ৰাধিক গুণমুগ্ধই শাৰী পাতি শেষ শ্ৰদ্ধা জ্ঞাপন কৰে। মন্ত্ৰী-বিধায়কৰ লগতে বিভিন্ন দল-সংগঠনৰ নেতৃবৃন্দ উপস্থিত থাকে। আৰক্ষীৰ দলে বন্দুকৰ গুলীৰে চূড়ান্ত সন্মান জনায়। ডিব্ৰুগড়ত আজি ৰাজ্যিক মৰ্যাদাৰে শেষকৃত্য সম্পন্ন কৰা হয়। সহস্ৰাধিক গুণমুগ্ধই শাৰী পাতি শেষ শ্ৰদ্ধা জ্ঞাপন কৰে। মন্ত্ৰী-বিধায়কৰ লগতে বিভিন্ন দল-সংগঠনৰ নেতৃবৃন্দ উপস্থিত থাকে। আৰক্ষীৰ দলে বন্দুকৰ গুলীৰে চূড়ান্ত সন্মান জনায়। ডিব্ৰুগড়ত আজি ৰাজ্যিক মৰ্যাদাৰে শেষকৃত্য সম্পন্ন কৰা হয়। সহস্ৰাধিক গুণমুগ্ধই শাৰী পাতি শেষ শ্ৰদ্ধা জ্ঞাপন কৰে। মন্ত্ৰী-বিধায়কৰ লগতে বিভিন্ন দল-সংগঠনৰ নেতৃবৃন্দ উপস্থিত থাকে। আৰক্ষীৰ দলে বন্দুকৰ গুলীৰে চূড়ান্ত সন্মান জনায়। ডিব্ৰুগড়ত আজি ৰাজ্যিক মৰ্যাদাৰে শেষকৃত্য সম্পন্ন কৰা হয়। সহস্ৰাধিক গুণমুগ্ধই শাৰী পাতি শেষ শ্ৰদ্ধা জ্ঞাপন কৰে। মন্ত্ৰী-বিধায়কৰ লগতে বিভিন্ন দল-সংগঠনৰ নেতৃবৃন্দ উপস্থিত থাকে। আৰক্ষীৰ দলে বন্দুকৰ গুলীৰে চূড়ান্ত সন্মান জনায়। ডিব্ৰুগড়ত আজি ৰাজ্যিক মৰ্যাদাৰে শেষকৃত্য সম্পন্ন কৰা হয়। সহস্ৰাধিক গুণমুগ্ধই শাৰী পাতি শেষ শ্ৰদ্ধা জ্ঞাপন কৰে। মন্ত্ৰী-বিধায়কৰ লগতে বিভিন্ন দল-সংগঠনৰ নেতৃবৃন্দ উপস্থিত থাকে। আৰক্ষীৰ দলে বন্দুকৰ গুলীৰে চূড়ান্ত সন্মান জনায়। ডিব্ৰুগড়ত আজি ৰাজ্যিক মৰ্যাদাৰে শেষকৃত্য সম্পন্ন কৰা হয়। সহস্ৰাধিক গুণমুগ্ধই শাৰী পাতি শেষ শ্ৰদ্ধা জ্ঞাপন কৰে। মন্ত্ৰী-বিধায়কৰ লগতে বিভিন্ন দল-সংগঠনৰ নেতৃবৃন্দ উপস্থিত থাকে। আৰক্ষীৰ দলে বন্দুকৰ গুলীৰে চূড়ান্ত সন্মান জনায়। ডিব্ৰুগড়ত আজি ৰাজ্যিক মৰ্যাদাৰে শেষকৃত্য সম্পন্ন কৰা হয়। সহস্ৰাধিক গুণমুগ্ধই শাৰী পাতি শেষ শ্ৰদ্ধা জ্ঞাপন কৰে। মন্ত্ৰী-বিধায়কৰ লগতে বিভিন্ন দল-সংগঠনৰ নেতৃবৃন্দ উপস্থিত থাকে। আৰক্ষীৰ দলে বন্দুকৰ গুলীৰে চূড়ান্ত সন্মান জনায়। ডিব্ৰুগড়ত আজি ৰাজ্যিক মৰ্যাদাৰে শেষকৃত্য সম্পন্ন কৰা হয়। সহস্ৰাধিক গুণমুগ্ধই শাৰী পাতি শেষ শ্ৰদ্ধা জ্ঞাপন কৰে। মন্ত্ৰী-বিধায়কৰ লগতে বিভিন্ন দল-সংগঠনৰ নেতৃবৃন্দ উপস্থিত থাকে। আৰক্ষীৰ দলে বন্দুকৰ গুলীৰে চূড়ান্ত সন্মান জনায়। ডিব্ৰুগড়ত আজি ৰাজ্যিক মৰ্যাদাৰে শেষকৃত্য সম্পন্ন কৰা হয়। সহস্ৰাধিক গুণমুগ্ধই শাৰী পাতি শেষ শ্ৰদ্ধা জ্ঞাপন কৰে। মন্ত্ৰী-বিধায়কৰ লগতে বিভিন্ন দল-সংগঠনৰ নেতৃবৃন্দ উপস্থিত থাকে। আৰক্ষীৰ দলে বন্দুকৰ গুলীৰে চূড়ান্ত সন্মান জনায়। ডিব্ৰুগড়ত আজি ৰাজ্যিক মৰ্যাদাৰে শেষকৃত্য সম্পন্ন কৰা হয়। সহস্ৰাধিক গুণমুগ্ধই শাৰী পাতি শেষ শ্ৰদ্ধা জ্ঞাপন কৰে। মন্ত্ৰী-বিধায়কৰ লগতে বিভিন্ন দল-সংগঠনৰ নেতৃবৃন্দ উপস্থিত থাকে। আৰক্ষীৰ দলে বন্দুকৰ গুলীৰে চূড়ান্ত সন্মান জনায়। ডিব্ৰুগড়ত আজি ৰাজ্যিক মৰ্যাদাৰে শেষকৃত্য সম্পন্ন কৰা হয়। সহস্ৰাধিক গুণমুগ্ধই শাৰী পাতি শেষ শ্ৰদ্ধা জ্ঞাপন কৰে। মন্ত্ৰী-বিধায়কৰ লগতে বিভিন্ন দল-সংগঠনৰ নেতৃবৃন্দ উপস্থিত থাকে। আৰক্ষীৰ দলে বন্দুকৰ গুলীৰে চূড়ান্ত সন্মান জনায়। ডিব্ৰুগড়ত আজি ৰাজ্যিক মৰ্যাদাৰে শেষকৃত্য সম্পন্ন কৰা হয়। সহস্ৰাধিক গুণমুগ্ধই শাৰী পাতি শেষ শ্ৰদ্ধা জ্ঞাপন কৰে। মন্ত্ৰী-বিধায়কৰ লগতে বিভিন্ন দল-সংগঠনৰ নেতৃবৃন্দ উপস্থিত থাকে। আৰক্ষীৰ দলে বন্দুকৰ গুলীৰে চূড়ান্ত সন্মান জনায়। ডিব্ৰুগড়ত আজি ৰাজ্যিক মৰ্যাদাৰে শেষকৃত্য সম্পন্ন কৰা হয়। সহস্ৰাধিক গুণমুগ্ধই শাৰী পাতি শেষ শ্ৰদ্ধা জ্ঞাপন কৰে। মন্ত্ৰী-বিধায়কৰ লগতে বিভিন্ন দল-সংগঠনৰ নেতৃবৃন্দ উপস্থিত থাকে। আৰক্ষীৰ দলে বন্দুকৰ গুলীৰে চূড়ান্ত সন্মান জনায়। ডিব্ৰুগড়ত আজি ৰাজ্যিক মৰ্যাদাৰে শেষকৃত্য সম্পন্ন কৰা হয়। সহস্ৰাধিক গুণমুগ্ধই শাৰী পাতি শেষ শ্ৰদ্ধা জ্ঞাপন কৰে। মন্ত্ৰী-বিধায়কৰ লগতে বিভিন্ন দল-সংগঠনৰ নেতৃবৃন্দ উপস্থিত থাকে। আৰক্ষীৰ দলে বন্দুকৰ গুলীৰে চূড়ান্ত সন্মান জনায়। ডিব্ৰুগড়ত আজি ৰাজ্যিক মৰ্যাদাৰে শেষকৃত্য সম্পন্ন কৰা হয়। সহস্ৰাধিক গুণমুগ্ধই শাৰী পাতি শেষ শ্ৰদ্ধা জ্ঞাপন কৰে। মন্ত্ৰী-বিধায়কৰ লগতে বিভিন্ন দল-সংগঠনৰ নেতৃবৃন্দ উপস্থিত থাকে। আৰক্ষীৰ দলে বন্দুকৰ গুলীৰে চূড়ান্ত সন্মান জনায়।	[744, 931, 883, 1453]
body-text: অসমৰ বিভিন্ন প্ৰান্তৰ লগতে বহিঃৰাজ্যৰ পৰাও অহা অগণন লোকে অনুষ্ঠানত অংশগ্ৰহণ কৰে। সামাজিক মাধ্যমতো এই বিষয়ে প্ৰতিক্ৰিয়াৰ জোৱাৰ উঠিছে। অসমৰ বিভিন্ন প্ৰান্তৰ লগতে বহিঃৰাজ্যৰ পৰাও অহা অগণন লোকে অনুষ্ঠানত অংশগ্ৰহণ কৰে। সামাজিক মাধ্যমতো এই বিষয়ে প্ৰতিক্ৰিয়াৰ জোৱাৰ উঠিছে। অসমৰ বিভিন্ন প্ৰান্তৰ লগতে বহিঃৰাজ্যৰ পৰাও অহা অগণন লোকে অনুষ্ঠানত অংশগ্ৰহণ কৰে। সামাজিক মাধ্যমতো এই বিষয়ে প্ৰতিক্ৰিয়াৰ জোৱাৰ উঠিছে। অসমৰ বিভিন্ন প্ৰান্তৰ লগতে বহিঃৰাজ্যৰ পৰাও অহা অগণন লোকে অনুষ্ঠানত অংশগ্ৰহণ কৰে। সামাজিক মাধ্যমতো এই বিষয়ে প্ৰতিক্ৰিয়াৰ জোৱাৰ উঠিছে। অসমৰ বিভিন্ন প্ৰান্তৰ লগতে বহিঃৰাজ্যৰ পৰাও অহা অগণন লোকে অনুষ্ঠানত অংশগ্ৰহণ কৰে। সামাজিক মাধ্যমতো এই বিষয়ে প্ৰতিক্ৰিয়াৰ জোৱাৰ উঠিছে। অসমৰ বিভিন্ন প্ৰান্তৰ লগতে বহিঃৰাজ্যৰ পৰাও অহা অগণন লোকে অনুষ্ঠানত অংশগ্ৰহণ কৰে। সামাজিক মাধ্যমতো এই বিষয়ে প্ৰতিক্ৰিয়াৰ জোৱাৰ উঠিছে। অসমৰ বিভিন্ন প্ৰান্তৰ লগতে বহিঃৰাজ্যৰ পৰাও অহা অগণন লোকে অনুষ্ঠানত অংশগ্ৰহণ কৰে। সামাজিক মাধ্যমতো এই বিষয়ে প্ৰতিক্ৰিয়াৰ জোৱাৰ উঠিছে। অসমৰ বিভিন্ন প্ৰান্তৰ লগতে বহিঃৰাজ্যৰ পৰাও অহা অগণন লোকে অনুষ্ঠানত অংশগ্ৰহণ কৰে। সামাজিক মাধ্যমতো এই বিষয়ে প্ৰতিক্ৰিয়াৰ জোৱাৰ উঠিছে। অসমৰ বিভিন্ন প্ৰান্তৰ লগতে বহিঃৰাজ্যৰ পৰাও অহা অগণন লোকে অনুষ্ঠানত অংশগ্ৰহণ কৰে। সামাজিক মাধ্যমতো এই বিষয়ে প্ৰতিক্ৰিয়াৰ জোৱাৰ উঠিছে। অসমৰ বিভিন্ন প্ৰান্তৰ লগতে বহিঃৰাজ্যৰ পৰাও অহা অগণন লোকে অনুষ্ঠানত অংশগ্ৰহণ কৰে। সামাজিক মাধ্যমতো এই বিষয়ে প্ৰতিক্ৰিয়াৰ জোৱাৰ উঠিছে।	[512, 254, 622, 543]
bold-runin: ■ ‘ৰৈ ৰৈ বিনালে’য়ে ৰচিলে নতুন ইতিহাস :	[395, 1172, 504, 1187]
body-text: ‘ৰৈ ৰৈ বিনালে’ মুক্তিৰ প্ৰথম দিনাই ৰাজ্যজুৰি প্ৰেক্ষাগৃহসমূহত উপচি পৰা ভিৰ পৰিলক্ষিত হয়। জুবিন গাৰ্গৰ অন্তিম ছবিখন চাই দৰ্শকে চকুৰ পানী ধৰি ৰাখিব নোৱাৰিলে। প্ৰতিখন প্ৰেক্ষাগৃহতে দৰ্শকে থিয় হৈ প্ৰিয় শিল্পীগৰাকীলৈ শ্ৰদ্ধা জনায়। ছবিখনৰ প্ৰতিটো গীতে দৰ্শকৰ হৃদয় চুই যায়। ‘ৰৈ ৰৈ বিনালে’ মুক্তিৰ প্ৰথম দিনাই ৰাজ্যজুৰি প্ৰেক্ষাগৃহসমূহত উপচি পৰা ভিৰ পৰিলক্ষিত হয়। জুবিন গাৰ্গৰ অন্তিম ছবিখন চাই দৰ্শকে চকুৰ পানী ধৰি ৰাখিব নোৱাৰিলে। প্ৰতিখন প্ৰেক্ষাগৃহতে দৰ্শকে থিয় হৈ প্ৰিয় শিল্পীগৰাকীলৈ শ্ৰদ্ধা জনায়। ছবিখনৰ প্ৰতিটো গীতে দৰ্শকৰ হৃদয় চুই যায়। ‘ৰৈ ৰৈ বিনালে’ মুক্তিৰ প্ৰথম দিনাই ৰাজ্যজুৰি প্ৰেক্ষাগৃহসমূহত উপচি পৰা ভিৰ পৰিলক্ষিত হয়। জুবিন গাৰ্গৰ অন্তিম ছবিখন চাই দৰ্শকে চকুৰ পানী ধৰি ৰাখিব নোৱাৰিলে। প্ৰতিখন প্ৰেক্ষাগৃহতে দৰ্শকে থিয় হৈ প্ৰিয় শিল্পীগৰাকীলৈ শ্ৰদ্ধা জনায়। ছবিখনৰ প্ৰতিটো গীতে দৰ্শকৰ হৃদয় চুই যায়। ‘ৰৈ ৰৈ বিনালে’ মুক্তিৰ প্ৰথম দিনাই ৰাজ্যজুৰি প্ৰেক্ষাগৃহসমূহত উপচি পৰা ভিৰ পৰিলক্ষিত হয়। জুবিন গাৰ্গৰ অন্তিম ছবিখন চাই দৰ্শকে চকুৰ পানী ধৰি ৰাখিব নোৱাৰিলে। প্ৰতিখন প্ৰেক্ষাগৃহতে দৰ্শকে থিয় হৈ প্ৰিয় শিল্পীগৰাকীলৈ শ্ৰদ্ধা জনায়। ছবিখনৰ প্ৰতিটো গীতে দৰ্শকৰ হৃদয় চুই যায়। ‘ৰৈ ৰৈ বিনালে’ মুক্তিৰ প্ৰথম দিনাই ৰাজ্যজুৰি প্ৰেক্ষাগৃহসমূহত উপচি পৰা ভিৰ পৰিলক্ষিত হয়। জুবিন গাৰ্গৰ অন্তিম ছবিখন চাই দৰ্শকে চকুৰ পানী ধৰি ৰাখিব নোৱাৰিলে। প্ৰতিখন প্ৰেক্ষাগৃহতে দৰ্শকে থিয় হৈ প্ৰিয় শিল্পীগৰাকীলৈ শ্ৰদ্ধা জনায়। ছবিখনৰ প্ৰতিটো গীতে দৰ্শকৰ হৃদয় চুই যায়। ‘ৰৈ ৰৈ বিনালে’ মুক্তিৰ প্ৰথম দিনাই ৰাজ্যজুৰি প্ৰেক্ষাগৃহসমূহত উপচি পৰা ভিৰ পৰিলক্ষিত হয়। জুবিন গাৰ্গৰ অন্তিম ছবিখন চাই দৰ্শকে চকুৰ পানী ধৰি ৰাখিব নোৱাৰিলে। প্ৰতিখন প্ৰেক্ষাগৃহতে দৰ্শকে থিয় হৈ প্ৰিয় শিল্পীগৰাকীলৈ শ্ৰদ্ধা জনায়। ছবিখনৰ প্ৰতিটো গীতে দৰ্শকৰ হৃদয় চুই যায়। ‘ৰৈ ৰৈ বিনালে’ মুক্তিৰ প্ৰথম দিনাই ৰাজ্যজুৰি প্ৰেক্ষাগৃহসমূহত উপচি পৰা ভিৰ পৰিলক্ষিত হয়। জুবিন গাৰ্গৰ অন্তিম ছবিখন চাই দৰ্শকে চকুৰ পানী ধৰি ৰাখিব নোৱাৰিলে। প্ৰতিখন প্ৰেক্ষাগৃহতে দৰ্শকে থিয় হৈ প্ৰিয় শিল্পীগৰাকীলৈ শ্ৰদ্ধা জনায়। ছবিখনৰ প্ৰতিটো গীতে দৰ্শকৰ হৃদয় চুই যায়। ‘ৰৈ ৰৈ বিনালে’ মুক্তিৰ প্ৰথম দিনাই ৰাজ্যজুৰি প্ৰেক্ষাগৃহসমূহত উপচি পৰা ভিৰ পৰিলক্ষিত হয়। জুবিন গাৰ্গৰ অন্তিম ছবিখন চাই দৰ্শকে চকুৰ পানী ধৰি ৰাখিব নোৱাৰিলে। প্ৰতিখন প্ৰেক্ষাগৃহতে দৰ্শকে থিয় হৈ প্ৰিয় শিল্পীগৰাকীলৈ শ্ৰদ্ধা জনায়। ছবিখনৰ প্ৰতিটো গীতে দৰ্শকৰ হৃদয় চুই যায়। ‘ৰৈ ৰৈ বিনালে’ মুক্তিৰ প্ৰথম দিনাই ৰাজ্যজুৰি প্ৰেক্ষাগৃহসমূহত উপচি পৰা ভিৰ পৰিলক্ষিত হয়। জুবিন গাৰ্গৰ অন্তিম ছবিখন চাই দৰ্শকে চকুৰ পানী ধৰি ৰাখিব নোৱাৰিলে। প্ৰতিখন প্ৰেক্ষাগৃহতে দৰ্শকে থিয় হৈ প্ৰিয় শিল্পীগৰাকীলৈ শ্ৰদ্ধা জনায়। ছবিখনৰ প্ৰতিটো গীতে দৰ্শকৰ হৃদয় চুই যায়। ‘ৰৈ ৰৈ বিনালে’ মুক্তিৰ প্ৰথম দিনাই ৰাজ্যজুৰি প্ৰেক্ষাগৃহসমূহত উপচি পৰা ভিৰ পৰিলক্ষিত হয়। জুবিন গাৰ্গৰ অন্তিম ছবিখন চাই দৰ্শকে চকুৰ পানী ধৰি ৰাখিব নোৱাৰিলে। প্ৰতিখন প্ৰেক্ষাগৃহতে দৰ্শকে থিয় হৈ প্ৰিয় শিল্পীগৰাকীলৈ শ্ৰদ্ধা জনায়। ছবিখনৰ প্ৰতিটো গীতে দৰ্শকৰ হৃদয় চুই যায়। ‘ৰৈ ৰৈ বিনালে’ মুক্তিৰ প্ৰথম দিনাই ৰাজ্যজুৰি প্ৰেক্ষাগৃহসমূহত উপচি পৰা ভিৰ পৰিলক্ষিত হয়। জুবিন গাৰ্গৰ অন্তিম ছবিখন চাই দৰ্শকে চকুৰ পানী ধৰি ৰাখিব নোৱাৰিলে। প্ৰতিখন প্ৰেক্ষাগৃহতে দৰ্শকে থিয় হৈ প্ৰিয় শিল্পীগৰাকীলৈ শ্ৰদ্ধা জনায়। ছবিখনৰ প্ৰতিটো গীতে দৰ্শকৰ হৃদয় চুই যায়। ‘ৰৈ ৰৈ বিনালে’ মুক্তিৰ প্ৰথম দিনাই ৰাজ্যজুৰি প্ৰেক্ষাগৃহসমূহত উপচি পৰা ভিৰ পৰিলক্ষিত হয়। জুবিন গাৰ্গৰ অন্তিম ছবিখন চাই দৰ্শকে চকুৰ পানী ধৰি ৰাখিব নোৱাৰিলে। প্ৰতিখন প্ৰেক্ষাগৃহতে দৰ্শকে থিয় হৈ প্ৰিয় শিল্পীগৰাকীলৈ শ্ৰদ্ধা জনায়। ছবিখনৰ প্ৰতিটো গীতে দৰ্শকৰ হৃদয় চুই যায়। ‘ৰৈ ৰৈ বিনালে’ মুক্তিৰ প্ৰথম দিনাই ৰাজ্যজুৰি প্ৰেক্ষাগৃহসমূহত উপচি পৰা ভিৰ পৰিলক্ষিত হয়। জুবিন গাৰ্গৰ অন্তিম ছবিখন চাই দৰ্শকে চকুৰ পানী ধৰি ৰাখিব নোৱাৰিলে। প্ৰতিখন প্ৰেক্ষাগৃহতে দৰ্শকে থিয় হৈ প্ৰিয় শিল্পীগৰাকীলৈ শ্ৰদ্ধা জনায়। ছবিখনৰ প্ৰতিটো গীতে দৰ্শকৰ হৃদয় চুই যায়। ‘ৰৈ ৰৈ বিনালে’ মুক্তিৰ প্ৰথম দিনাই ৰাজ্যজুৰি প্ৰেক্ষাগৃহসমূহত উপচি পৰা ভিৰ পৰিলক্ষিত হয়। জুবিন গাৰ্গৰ অন্তিম ছবিখন চাই দৰ্শকে চকুৰ পানী ধৰি ৰাখিব নোৱাৰিলে। প্ৰতিখন প্ৰেক্ষাগৃহতে দৰ্শকে থিয় হৈ প্ৰিয় শিল্পীগৰাকীলৈ শ্ৰদ্ধা জনায়। ছবিখনৰ প্ৰতিটো গীতে দৰ্শকৰ হৃদয় চুই যায়। ‘ৰৈ ৰৈ বিনালে’ মুক্তিৰ প্ৰথম দিনাই ৰাজ্যজুৰি প্ৰেক্ষাগৃহসমূহত উপচি পৰা ভিৰ পৰিলক্ষিত হয়। জুবিন গাৰ্গৰ অন্তিম ছবিখন চাই দৰ্শকে চকুৰ পানী ধৰি ৰাখিব নোৱাৰিলে। প্ৰতিখন প্ৰেক্ষাগৃহতে দৰ্শকে থিয় হৈ প্ৰিয় শিল্পীগৰাকীলৈ শ্ৰদ্ধা জনায়। ছবিখনৰ প্ৰতিটো গীতে দৰ্শকৰ হৃদয় চুই যায়। ‘ৰৈ ৰৈ বিনালে’ মুক্তিৰ প্ৰথম দিনাই ৰাজ্যজুৰি প্ৰেক্ষাগৃহসমূহত উপচি পৰা ভিৰ পৰিলক্ষিত হয়। জুবিন গাৰ্গৰ অন্তিম ছবিখন চাই দৰ্শকে চকুৰ পানী ধৰি ৰাখিব নোৱাৰিলে। প্ৰতিখন প্ৰেক্ষাগৃহতে দৰ্শকে থিয় হৈ প্ৰিয় শিল্পীগৰাকীলৈ শ্ৰদ্ধা জনায়। ছবিখনৰ প্ৰতিটো গীতে দৰ্শকৰ হৃদয় চুই যায়। ‘ৰৈ ৰৈ বিনালে’ মুক্তিৰ প্ৰথম দিনাই ৰাজ্যজুৰি প্ৰেক্ষাগৃহসমূহত উপচি পৰা ভিৰ পৰিলক্ষিত হয়। জুবিন গাৰ্গৰ অন্তিম ছবিখন চাই দৰ্শকে চকুৰ পানী ধৰি ৰাখিব নোৱাৰিলে। প্ৰতিখন প্ৰেক্ষাগৃহতে দৰ্শকে থিয় হৈ প্ৰিয় শিল্পীগৰাকীলৈ শ্ৰদ্ধা জনায়। ছবিখনৰ প্ৰতিটো গীতে দৰ্শকৰ হৃদয় চুই যায়। ‘ৰৈ ৰৈ বিনালে’ মুক্তিৰ প্ৰথম দিনাই ৰাজ্যজুৰি প্ৰেক্ষাগৃহসমূহত উপচি পৰা ভিৰ পৰিলক্ষিত হয়। জুবিন গাৰ্গৰ অন্তিম ছবিখন চাই দৰ্শকে চকুৰ পানী ধৰি ৰাখিব নোৱাৰিলে। প্ৰতিখন প্ৰেক্ষাগৃহতে দৰ্শকে থিয় হৈ প্ৰিয় শিল্পীগৰাকীলৈ শ্ৰদ্ধা জনায়। ছবিখনৰ প্ৰতিটো গীতে দৰ্শকৰ হৃদয় চুই যায়।	[395, 134, 622, 2427]
article-body	[16, 177, 390, 2440]
date-assamese: গুৱাহাটী, শনিবাৰ, ১৪ কাতি, ১৯৪৭ শক	[54, 40, 252, 54]
body-text: জুবিন গাৰ্গৰ মৃত্যু স্বাভাৱিক নহয়, হত্যাহে বুলি দাবী কৰি বিভিন্ন দল-সংগঠনে উচ্চ পৰ্যায়ৰ তদন্তৰ দাবী জনাইছে। চিংগাপুৰত সংঘটিত ঘটনাৰ বিশেষ তদন্তকাৰী গোটে ইতিমধ্যে কেইবাজনকো সোধা-পোছা কৰিছে। মুখ্যমন্ত্ৰীয়ে কয় যে ন্যায়িক আয়োগৰ প্ৰতিবেদনৰ পিছতহে প্ৰকৃত সত্য পোহৰলৈ আহিব। দোষীক কঠোৰ শাস্তি প্ৰদানৰ দাবীত ৰাজ্যজুৰি প্ৰতিবাদী কাৰ্যসূচী অব্যাহত আছে। জুবিন গাৰ্গৰ মৃত্যু স্বাভাৱিক নহয়, হত্যাহে বুলি দাবী কৰি বিভিন্ন দল-সংগঠনে উচ্চ পৰ্যায়ৰ তদন্তৰ দাবী জনাইছে। চিংগাপুৰত সংঘটিত ঘটনাৰ বিশেষ তদন্তকাৰী গোটে ইতিমধ্যে কেইবাজনকো সোধা-পোছা কৰিছে। মুখ্যমন্ত্ৰীয়ে কয় যে ন্যায়িক আয়োগৰ প্ৰতিবেদনৰ পিছতহে প্ৰকৃত সত্য পোহৰলৈ আহিব। দোষীক কঠোৰ শাস্তি প্ৰদানৰ দাবীত ৰাজ্যজুৰি প্ৰতিবাদী কাৰ্যসূচী অব্যাহত আছে। জুবিন গাৰ্গৰ মৃত্যু স্বাভাৱিক নহয়, হত্যাহে বুলি দাবী কৰি বিভিন্ন দল-সংগঠনে উচ্চ পৰ্যায়ৰ তদন্তৰ দাবী জনাইছে। চিংগাপুৰত সংঘটিত ঘটনাৰ বিশেষ তদন্তকাৰী গোটে ইতিমধ্যে কেইবাজনকো সোধা-পোছা কৰিছে। মুখ্যমন্ত্ৰীয়ে কয় যে ন্যায়িক আয়োগৰ প্ৰতিবেদনৰ পিছতহে প্ৰকৃত সত্য পোহৰলৈ আহিব। দোষীক কঠোৰ শাস্তি প্ৰদানৰ দাবীত ৰাজ্যজুৰি প্ৰতিবাদী কাৰ্যসূচী অব্যাহত আছে। জুবিন গাৰ্গৰ মৃত্যু স্বাভাৱিক নহয়, হত্যাহে বুলি দাবী কৰি বিভিন্ন দল-সংগঠনে উচ্চ পৰ্যায়ৰ তদন্তৰ দাবী জনাইছে। চিংগাপুৰত সংঘটিত ঘটনাৰ বিশেষ তদন্তকাৰী গোটে ইতিমধ্যে কেইবাজনকো সোধা-পোছা কৰিছে। মুখ্যমন্ত্ৰীয়ে কয় যে ন্যায়িক আয়োগৰ প্ৰতিবেদনৰ পিছতহে প্ৰকৃত সত্য পোহৰলৈ আহিব। দোষীক কঠোৰ শাস্তি প্ৰদানৰ দাবীত ৰাজ্যজুৰি প্ৰতিবাদী কাৰ্যসূচী অব্যাহত আছে। জুবিন গাৰ্গৰ মৃত্যু স্বাভাৱিক নহয়, হত্যাহে বুলি দাবী কৰি বিভিন্ন দল-সংগঠনে উচ্চ পৰ্যায়ৰ তদন্তৰ দাবী জনাইছে। চিংগাপুৰত সংঘটিত ঘটনাৰ বিশেষ তদন্তকাৰী গোটে ইতিমধ্যে কেইবাজনকো সোধা-পোছা কৰিছে। মুখ্যমন্ত্ৰীয়ে কয় যে ন্যায়িক আয়োগৰ প্ৰতিবেদনৰ পিছতহে প্ৰকৃত সত্য পোহৰলৈ আহিব। দোষীক কঠোৰ শাস্তি প্ৰদানৰ দাবীত ৰাজ্যজুৰি প্ৰতিবাদী কাৰ্যসূচী অব্যাহত আছে। জুবিন গাৰ্গৰ মৃত্যু স্বাভাৱিক নহয়, হত্যাহে বুলি দাবী কৰি বিভিন্ন দল-সংগঠনে উচ্চ পৰ্যায়ৰ তদন্তৰ দাবী জনাইছে। চিংগাপুৰত সংঘটিত ঘটনাৰ বিশেষ তদন্তকাৰী গোটে ইতিমধ্যে কেইবাজনকো সোধা-পোছা কৰিছে। মুখ্যমন্ত্ৰীয়ে কয় যে ন্যায়িক আয়োগৰ প্ৰতিবেদনৰ পিছতহে প্ৰকৃত সত্য পোহৰলৈ আহিব। দোষীক কঠোৰ শাস্তি প্ৰদানৰ দাবীত ৰাজ্যজুৰি প্ৰতিবাদী কাৰ্যসূচী অব্যাহত আছে। জুবিন গাৰ্গৰ মৃত্যু স্বাভাৱিক নহয়, হত্যাহে বুলি দাবী কৰি বিভিন্ন দল-সংগঠনে উচ্চ পৰ্যায়ৰ তদন্তৰ দাবী জনাইছে। চিংগাপুৰত সংঘটিত ঘটনাৰ বিশেষ তদন্তকাৰী গোটে ইতিমধ্যে কেইবাজনকো সোধা-পোছা কৰিছে। মুখ্যমন্ত্ৰীয়ে কয় যে ন্যায়িক আয়োগৰ প্ৰতিবেদনৰ পিছতহে প্ৰকৃত সত্য পোহৰলৈ আহিব। দোষীক কঠোৰ শাস্তি প্ৰদানৰ দাবীত ৰাজ্যজুৰি প্ৰতিবাদী কাৰ্যসূচী অব্যাহত আছে। জুবিন গাৰ্গৰ মৃত্যু স্বাভাৱিক নহয়, হত্যাহে বুলি দাবী কৰি বিভিন্ন দল-সংগঠনে উচ্চ পৰ্যায়ৰ তদন্তৰ দাবী জনাইছে। চিংগাপুৰত সংঘটিত ঘটনাৰ বিশেষ তদন্তকাৰী গোটে ইতিমধ্যে কেইবাজনকো সোধা-পোছা কৰিছে। মুখ্যমন্ত্ৰীয়ে কয় যে ন্যায়িক আয়োগৰ প্ৰতিবেদনৰ পিছতহে প্ৰকৃত সত্য পোহৰলৈ আহিব। দোষীক কঠোৰ শাস্তি প্ৰদানৰ দাবীত ৰাজ্যজুৰি প্ৰতিবাদী কাৰ্যসূচী অব্যাহত আছে। জুবিন গাৰ্গৰ মৃত্যু স্বাভাৱিক নহয়, হত্যাহে বুলি দাবী কৰি বিভিন্ন দল-সংগঠনে উচ্চ পৰ্যায়ৰ তদন্তৰ দাবী জনাইছে। চিংগাপুৰত সংঘটিত ঘটনাৰ বিশেষ তদন্তকাৰী গোটে ইতিমধ্যে কেইবাজনকো সোধা-পোছা কৰিছে। মুখ্যমন্ত্ৰীয়ে কয় যে ন্যায়িক আয়োগৰ প্ৰতিবেদনৰ পিছতহে প্ৰকৃত সত্য পোহৰলৈ আহিব। দোষীক কঠোৰ শাস্তি প্ৰদানৰ দাবীত ৰাজ্যজুৰি প্ৰতিবাদী কাৰ্যসূচী অব্যাহত আছে। জুবিন গাৰ্গৰ মৃত্যু স্বাভাৱিক নহয়, হত্যাহে বুলি দাবী কৰি বিভিন্ন দল-সংগঠনে উচ্চ পৰ্যায়ৰ তদন্তৰ দাবী জনাইছে। চিংগাপুৰত সংঘটিত ঘটনাৰ বিশেষ তদন্তকাৰী গোটে ইতিমধ্যে কেইবাজনকো সোধা-পোছা কৰিছে। মুখ্যমন্ত্ৰীয়ে কয় যে ন্যায়িক আয়োগৰ প্ৰতিবেদনৰ পিছতহে প্ৰকৃত সত্য পোহৰলৈ আহিব। দোষীক কঠোৰ শাস্তি প্ৰদানৰ দাবীত ৰাজ্যজুৰি প্ৰতিবাদী কাৰ্যসূচী অব্যাহত আছে। জুবিন গাৰ্গৰ মৃত্যু স্বাভাৱিক নহয়, হত্যাহে বুলি দাবী কৰি বিভিন্ন দল-সংগঠনে উচ্চ পৰ্যায়ৰ তদন্তৰ দাবী জনাইছে। চিংগাপুৰত সংঘটিত ঘটনাৰ বিশেষ তদন্তকাৰী গোটে ইতিমধ্যে কেইবাজনকো সোধা-পোছা কৰিছে। মুখ্যমন্ত্ৰীয়ে কয় যে ন্যায়িক আয়োগৰ প্ৰতিবেদনৰ পিছতহে প্ৰকৃত সত্য পোহৰলৈ আহিব। দোষীক কঠোৰ শাস্তি প্ৰদানৰ দাবীত ৰাজ্যজুৰি প্ৰতিবাদী কাৰ্যসূচী অব্যাহত আছে। জুবিন গাৰ্গৰ মৃত্যু স্বাভাৱিক নহয়, হত্যাহে বুলি দাবী কৰি বিভিন্ন দল-সংগঠনে উচ্চ পৰ্যায়ৰ তদন্তৰ দাবী জনাইছে। চিংগাপুৰত সংঘটিত ঘটনাৰ বিশেষ তদন্তকাৰী গোটে ইতিমধ্যে কেইবাজনকো সোধা-পোছা কৰিছে। মুখ্যমন্ত্ৰীয়ে কয় যে ন্যায়িক আয়োগৰ প্ৰতিবেদনৰ পিছতহে প্ৰকৃত সত্য পোহৰলৈ আহিব। দোষীক কঠোৰ শাস্তি প্ৰদানৰ দাবীত ৰাজ্যজুৰি প্ৰতিবাদী কাৰ্যসূচী অব্যাহত আছে। জুবিন গাৰ্গৰ মৃত্যু স্বাভাৱিক নহয়, হত্যাহে বুলি দাবী কৰি বিভিন্ন দল-সংগঠনে উচ্চ পৰ্যায়ৰ তদন্তৰ দাবী জনাইছে। চিংগাপুৰত সংঘটিত ঘটনাৰ বিশেষ তদন্তকাৰী গোটে ইতিমধ্যে কেইবাজনকো সোধা-পোছা কৰিছে। মুখ্যমন্ত্ৰীয়ে কয় যে ন্যায়িক আয়োগৰ প্ৰতিবেদনৰ পিছতহে প্ৰকৃত সত্য পোহৰলৈ আহিব। দোষীক কঠোৰ শাস্তি প্ৰদানৰ দাবীত ৰাজ্যজুৰি প্ৰতিবাদী কাৰ্যসূচী অব্যাহত আছে। জুবিন গাৰ্গৰ মৃত্যু স্বাভাৱিক নহয়, হত্যাহে বুলি দাবী কৰি বিভিন্ন দল-সংগঠনে উচ্চ পৰ্যায়ৰ তদন্তৰ দাবী জনাইছে। চিংগাপুৰত সংঘটিত ঘটনাৰ বিশেষ তদন্তকাৰী গোটে ইতিমধ্যে কেইবাজনকো সোধা-পোছা কৰিছে। মুখ্যমন্ত্ৰীয়ে কয় যে ন্যায়িক আয়োগৰ প্ৰতিবেদনৰ পিছতহে প্ৰকৃত সত্য পোহৰলৈ আহিব। দোষীক কঠোৰ শাস্তি প্ৰদানৰ দাবীত ৰাজ্যজুৰি প্ৰতিবাদী কাৰ্যসূচী অব্যাহত আছে।	[744, 133, 1029, 864]
headline-zubeen-kanduwale: জুবিনে কন্দুৱালে	[480, 95, 654, 125]
page-header	[16, 31, 1468, 101]
article-body	[744, 1615, 1468, 2435]
article-body	[744, 132, 1468, 872]
body-text: ডিব্ৰুগড়ত আজি ৰাজ্যিক মৰ্যাদাৰে শেষকৃত্য সম্পন্ন কৰা হয়। সহস্ৰাধিক গুণমুগ্ধই শাৰী পাতি শেষ শ্ৰদ্ধা জ্ঞাপন কৰে। মন্ত্ৰী-বিধায়কৰ লগতে বিভিন্ন দল-সংগঠনৰ নেতৃবৃন্দ উপস্থিত থাকে। আৰক্ষীৰ দলে বন্দুকৰ গুলীৰে চূড়ান্ত সন্মান জনায়। ডিব্ৰুগড়ত আজি ৰাজ্যিক মৰ্যাদাৰে শেষকৃত্য সম্পন্ন কৰা হয়। সহস্ৰাধিক গুণমুগ্ধই শাৰী পাতি শেষ শ্ৰদ্ধা জ্ঞাপন কৰে। মন্ত্ৰী-বিধায়কৰ লগতে বিভিন্ন দল-সংগঠনৰ নেতৃবৃন্দ উপস্থিত থাকে। আৰক্ষীৰ দলে বন্দুকৰ গুলীৰে চূড়ান্ত সন্মান জনায়। ডিব্ৰুগড়ত আজি ৰাজ্যিক মৰ্যাদাৰে শেষকৃত্য সম্পন্ন কৰা হয়। সহস্ৰাধিক গুণমুগ্ধই শাৰী পাতি শেষ শ্ৰদ্ধা জ্ঞাপন কৰে। মন্ত্ৰী-বিধায়কৰ লগতে বিভিন্ন দল-সংগঠনৰ নেতৃবৃন্দ উপস্থিত থাকে। আৰক্ষীৰ দলে বন্দুকৰ গুলীৰে চূড়ান্ত সন্মান জনায়। ডিব্ৰুগড়ত আজি ৰাজ্যিক মৰ্যাদাৰে শেষকৃত্য সম্পন্ন কৰা হয়। সহস্ৰাধিক গুণমুগ্ধই শাৰী পাতি শেষ শ্ৰদ্ধা জ্ঞাপন কৰে। মন্ত্ৰী-বিধায়কৰ লগতে বিভিন্ন দল-সংগঠনৰ নেতৃবৃন্দ উপস্থিত থাকে। আৰক্ষীৰ দলে বন্দুকৰ গুলীৰে চূড়ান্ত সন্মান জনায়। ডিব্ৰুগড়ত আজি ৰাজ্যিক মৰ্যাদাৰে শেষকৃত্য সম্পন্ন কৰা হয়। সহস্ৰাধিক গুণমুগ্ধই শাৰী পাতি শেষ শ্ৰদ্ধা জ্ঞাপন কৰে। মন্ত্ৰী-বিধায়কৰ লগতে বিভিন্ন দল-সংগঠনৰ নেতৃবৃন্দ উপস্থিত থাকে। আৰক্ষীৰ দলে বন্দুকৰ গুলীৰে চূড়ান্ত সন্মান জনায়। ডিব্ৰুগড়ত আজি ৰাজ্যিক মৰ্যাদাৰে শেষকৃত্য সম্পন্ন কৰা হয়। সহস্ৰাধিক গুণমুগ্ধই শাৰী পাতি শেষ শ্ৰদ্ধা জ্ঞাপন কৰে। মন্ত্ৰী-বিধায়কৰ লগতে বিভিন্ন দল-সংগঠনৰ নেতৃবৃন্দ উপস্থিত থাকে। আৰক্ষীৰ দলে বন্দুকৰ গুলীৰে চূড়ান্ত সন্মান জনায়।	[1037, 1092, 1176, 1292]
column-band-separator	[741, 91, 742, 2450]
headline-unity-day: ‘একতা দিৱস’ত ‘স্ট্যেছু অব ইউনিটি’ত...	[931, 1581, 1282, 1606]
body-text: অসমৰ বিভিন্ন প্ৰান্তৰ লগতে বহিঃৰাজ্যৰ পৰাও অহা অগণন লোকে অনুষ্ঠানত অংশগ্ৰহণ কৰে। সামাজিক মাধ্যমতো এই বিষয়ে প্ৰতিক্ৰিয়াৰ জোৱাৰ উঠিছে। অসমৰ বিভিন্ন প্ৰান্তৰ লগতে বহিঃৰাজ্যৰ পৰাও অহা অগণন লোকে অনুষ্ঠানত অংশগ্ৰহণ কৰে। সামাজিক মাধ্যমতো এই বিষয়ে প্ৰতিক্ৰিয়াৰ জোৱাৰ উঠিছে। অসমৰ বিভিন্ন প্ৰান্তৰ লগতে বহিঃৰাজ্যৰ পৰাও অহা অগণন লোকে অনুষ্ঠানত অংশগ্ৰহণ কৰে। সামাজিক মাধ্যমতো এই বিষয়ে প্ৰতিক্ৰিয়াৰ জোৱাৰ উঠিছে। অসমৰ বিভিন্ন প্ৰান্তৰ লগতে বহিঃৰাজ্যৰ পৰাও অহা অগণন লোকে অনুষ্ঠানত অংশগ্ৰহণ কৰে। সামাজিক মাধ্যমতো এই বিষয়ে প্ৰতিক্ৰিয়াৰ জোৱাৰ উঠিছে। অসমৰ বিভিন্ন প্ৰান্তৰ লগতে বহিঃৰাজ্যৰ পৰাও অহা অগণন লোকে অনুষ্ঠানত অংশগ্ৰহণ কৰে। সামাজিক মাধ্যমতো এই বিষয়ে প্ৰতিক্ৰিয়াৰ জোৱাৰ উঠিছে। অসমৰ বিভিন্ন প্ৰান্তৰ লগতে বহিঃৰাজ্যৰ পৰাও অহা অগণন লোকে অনুষ্ঠানত অংশগ্ৰহণ কৰে। সামাজিক মাধ্যমতো এই বিষয়ে প্ৰতিক্ৰিয়াৰ জোৱাৰ উঠিছে। অসমৰ বিভিন্ন প্ৰান্তৰ লগতে বহিঃৰাজ্যৰ পৰাও অহা অগণন লোকে অনুষ্ঠানত অংশগ্ৰহণ কৰে। সামাজিক মাধ্যমতো এই বিষয়ে প্ৰতিক্ৰিয়াৰ জোৱাৰ উঠিছে। অসমৰ বিভিন্ন প্ৰান্তৰ লগতে বহিঃৰাজ্যৰ পৰাও অহা অগণন লোকে অনুষ্ঠানত অংশগ্ৰহণ কৰে। সামাজিক মাধ্যমতো এই বিষয়ে প্ৰতিক্ৰিয়াৰ জোৱাৰ উঠিছে। অসমৰ বিভিন্ন প্ৰান্তৰ লগতে বহিঃৰাজ্যৰ পৰাও অহা অগণন লোকে অনুষ্ঠানত অংশগ্ৰহণ কৰে। সামাজিক মাধ্যমতো এই বিষয়ে প্ৰতিক্ৰিয়াৰ জোৱাৰ উঠিছে। অসমৰ বিভিন্ন প্ৰান্তৰ লগতে বহিঃৰাজ্যৰ পৰাও অহা অগণন লোকে অনুষ্ঠানত অংশগ্ৰহণ কৰে। সামাজিক মাধ্যমতো এই বিষয়ে প্ৰতিক্ৰিয়াৰ জোৱাৰ উঠিছে।	[143, 1562, 263, 1827]
headline-lakhimpur-nursing: লখিমপুৰত নাৰ্ছিং...	[31, 136, 196, 161]
body-text: ‘ৰৈ ৰৈ বিনালে’ মুক্তিৰ প্ৰথম দিনাই ৰাজ্যজুৰি প্ৰেক্ষাগৃহসমূহত উপচি পৰা ভিৰ পৰিলক্ষিত হয়। জুবিন গাৰ্গৰ অন্তিম ছবিখন চাই দৰ্শকে চকুৰ পানী ধৰি ৰাখিব নোৱাৰিলে। প্ৰতিখন প্ৰেক্ষাগৃহতে দৰ্শকে থিয় হৈ প্ৰিয় শিল্পীগৰাকীলৈ শ্ৰদ্ধা জনায়। ছবিখনৰ প্ৰতিটো গীতে দৰ্শকৰ হৃদয় চুই যায়। ‘ৰৈ ৰৈ বিনালে’ মুক্তিৰ প্ৰথম দিনাই ৰাজ্যজুৰি প্ৰেক্ষাগৃহসমূহত উপচি পৰা ভিৰ পৰিলক্ষিত হয়। জুবিন গাৰ্গৰ অন্তিম ছবিখন চাই দৰ্শকে চকুৰ পানী ধৰি ৰাখিব নোৱাৰিলে। প্ৰতিখন প্ৰেক্ষাগৃহতে দৰ্শকে থিয় হৈ প্ৰিয় শিল্পীগৰাকীলৈ শ্ৰদ্ধা জনায়। ছবিখনৰ প্ৰতিটো গীতে দৰ্শকৰ হৃদয় চুই যায়। ‘ৰৈ ৰৈ বিনালে’ মুক্তিৰ প্ৰথম দিনাই ৰাজ্যজুৰি প্ৰেক্ষাগৃহসমূহত উপচি পৰা ভিৰ পৰিলক্ষিত হয়। জুবিন গাৰ্গৰ অন্তিম ছবিখন চাই দৰ্শকে চকুৰ পানী ধৰি ৰাখিব নোৱাৰিলে। প্ৰতিখন প্ৰেক্ষাগৃহতে দৰ্শকে থিয় হৈ প্ৰিয় শিল্পীগৰাকীলৈ শ্ৰদ্ধা জনায়। ছবিখনৰ প্ৰতিটো গীতে দৰ্শকৰ হৃদয় চুই যায়। ‘ৰৈ ৰৈ বিনালে’ মুক্তিৰ প্ৰথম দিনাই ৰাজ্যজুৰি প্ৰেক্ষাগৃহসমূহত উপচি পৰা ভিৰ পৰিলক্ষিত হয়। জুবিন গাৰ্গৰ অন্তিম ছবিখন চাই দৰ্শকে চকুৰ পানী ধৰি ৰাখিব নোৱাৰিলে। প্ৰতিখন প্ৰেক্ষাগৃহতে দৰ্শকে থিয় হৈ প্ৰিয় শিল্পীগৰাকীলৈ শ্ৰদ্ধা জনায়। ছবিখনৰ প্ৰতিটো গীতে দৰ্শকৰ হৃদয় চুই যায়। ‘ৰৈ ৰৈ বিনালে’ মুক্তিৰ প্ৰথম দিনাই ৰাজ্যজুৰি প্ৰেক্ষাগৃহসমূহত উপচি পৰা ভিৰ পৰিলক্ষিত হয়। জুবিন গাৰ্গৰ অন্তিম ছবিখন চাই দৰ্শকে চকুৰ পানী ধৰি ৰাখিব নোৱাৰিলে। প্ৰতিখন প্ৰেক্ষাগৃহতে দৰ্শকে থিয় হৈ প্ৰিয় শিল্পীগৰাকীলৈ শ্ৰদ্ধা জনায়। ছবিখনৰ প্ৰতিটো গীতে দৰ্শকৰ হৃদয় চুই যায়। ‘ৰৈ ৰৈ বিনালে’ মুক্তিৰ প্ৰথম দিনাই ৰাজ্যজুৰি প্ৰেক্ষাগৃহসমূহত উপচি পৰা ভিৰ পৰিলক্ষিত হয়। জুবিন গাৰ্গৰ অন্তিম ছবিখন চাই দৰ্শকে চকুৰ পানী ধৰি ৰাখিব নোৱাৰিলে। প্ৰতিখন প্ৰেক্ষাগৃহতে দৰ্শকে থিয় হৈ প্ৰিয় শিল্পীগৰাকীলৈ শ্ৰদ্ধা জনায়। ছবিখনৰ প্ৰতিটো গীতে দৰ্শকৰ হৃদয় চুই যায়। ‘ৰৈ ৰৈ বিনালে’ মুক্তিৰ প্ৰথম দিনাই ৰাজ্যজুৰি প্ৰেক্ষাগৃহসমূহত উপচি পৰা ভিৰ পৰিলক্ষিত হয়। জুবিন গাৰ্গৰ অন্তিম ছবিখন চাই দৰ্শকে চকুৰ পানী ধৰি ৰাখিব নোৱাৰিলে। প্ৰতিখন প্ৰেক্ষাগৃহতে দৰ্শকে থিয় হৈ প্ৰিয় শিল্পীগৰাকীলৈ শ্ৰদ্ধা জনায়। ছবিখনৰ প্ৰতিটো গীতে দৰ্শকৰ হৃদয় চুই যায়। ‘ৰৈ ৰৈ বিনালে’ মুক্তিৰ প্ৰথম দিনাই ৰাজ্যজুৰি প্ৰেক্ষাগৃহসমূহত উপচি পৰা ভিৰ পৰিলক্ষিত হয়। জুবিন গাৰ্গৰ অন্তিম ছবিখন চাই দৰ্শকে চকুৰ পানী ধৰি ৰাখিব নোৱাৰিলে। প্ৰতিখন প্ৰেক্ষাগৃহতে দৰ্শকে থিয় হৈ প্ৰিয় শিল্পীগৰাকীলৈ শ্ৰদ্ধা জনায়। ছবিখনৰ প্ৰতিটো গীতে দৰ্শকৰ হৃদয় চুই যায়। ‘ৰৈ ৰৈ বিনালে’ মুক্তিৰ প্ৰথম দিনাই ৰাজ্যজুৰি প্ৰেক্ষাগৃহসমূহত উপচি পৰা ভিৰ পৰিলক্ষিত হয়। জুবিন গাৰ্গৰ অন্তিম ছবিখন চাই দৰ্শকে চকুৰ পানী ধৰি ৰাখিব নোৱাৰিলে। প্ৰতিখন প্ৰেক্ষাগৃহতে দৰ্শকে থিয় হৈ প্ৰিয় শিল্পীগৰাকীলৈ শ্ৰদ্ধা জনায়। ছবিখনৰ প্ৰতিটো গীতে দৰ্শকৰ হৃদয় চুই যায়। ‘ৰৈ ৰৈ বিনালে’ মুক্তিৰ প্ৰথম দিনাই ৰাজ্যজুৰি প্ৰেক্ষাগৃহসমূহত উপচি পৰা ভিৰ পৰিলক্ষিত হয়। জুবিন গাৰ্গৰ অন্তিম ছবিখন চাই দৰ্শকে চকুৰ পানী ধৰি ৰাখিব নোৱাৰিলে। প্ৰতিখন প্ৰেক্ষাগৃহতে দৰ্শকে থিয় হৈ প্ৰিয় শিল্পীগৰাকীলৈ শ্ৰদ্ধা জনায়। ছবিখনৰ প্ৰতিটো গীতে দৰ্শকৰ হৃদয় চুই যায়। ‘ৰৈ ৰৈ বিনালে’ মুক্তিৰ প্ৰথম দিনাই ৰাজ্যজুৰি প্ৰেক্ষাগৃহসমূহত উপচি পৰা ভিৰ পৰিলক্ষিত হয়। জুবিন গাৰ্গৰ অন্তিম ছবিখন চাই দৰ্শকে চকুৰ পানী ধৰি ৰাখিব নোৱাৰিলে। প্ৰতিখন প্ৰেক্ষাগৃহতে দৰ্শকে থিয় হৈ প্ৰিয় শিল্পীগৰাকীলৈ শ্ৰদ্ধা জনায়। ছবিখনৰ প্ৰতিটো গীতে দৰ্শকৰ হৃদয় চুই যায়। ‘ৰৈ ৰৈ বিনালে’ মুক্তিৰ প্ৰথম দিনাই ৰাজ্যজুৰি প্ৰেক্ষাগৃহসমূহত উপচি পৰা ভিৰ পৰিলক্ষিত হয়। জুবিন গাৰ্গৰ অন্তিম ছবিখন চাই দৰ্শকে চকুৰ পানী ধৰি ৰাখিব নোৱাৰিলে। প্ৰতিখন প্ৰেক্ষাগৃহতে দৰ্শকে থিয় হৈ প্ৰিয় শিল্পীগৰাকীলৈ শ্ৰদ্ধা জনায়। ছবিখনৰ প্ৰতিটো গীতে দৰ্শকৰ হৃদয় চুই যায়।	[512, 536, 623, 1171]
article-zubeen-kanduwale	[395, 91, 740, 2450]
bold-runin: ■ ন্যায় বিচাৰি ৰাজপথলৈ ওলাই আহিল ৰাইজ :	[890, 181, 1029, 196]
body-text: ছৰ্দাৰ বল্লভভাই পেটেলৰ জন্ম জয়ন্তী উপলক্ষে ‘স্ট্যেছু অব ইউনিটি’ত ৰাষ্ট্ৰীয় একতা দিৱস উদযাপন কৰা হয়। প্ৰধানমন্ত্ৰীয়ে একতা দৌৰৰ শুভাৰম্ভ কৰি দেশবাসীক ঐক্যৰ শপত-বাক্য পাঠ কৰায়। বিভিন্ন ৰাজ্যৰ সাংস্কৃতিক দলে বৰ্ণাঢ্য পৰিৱেশনেৰে অনুষ্ঠানৰ সৌন্দৰ্য বৃদ্ধি কৰে। ছৰ্দাৰ বল্লভভাই পেটেলৰ জন্ম জয়ন্তী উপলক্ষে ‘স্ট্যেছু অব ইউনিটি’ত ৰাষ্ট্ৰীয় একতা দিৱস উদযাপন কৰা হয়। প্ৰধানমন্ত্ৰীয়ে একতা দৌৰৰ শুভাৰম্ভ কৰি দেশবাসীক ঐক্যৰ শপত-বাক্য পাঠ কৰায়। বিভিন্ন ৰাজ্যৰ সাংস্কৃতিক দলে বৰ্ণাঢ্য পৰিৱেশনেৰে অনুষ্ঠানৰ সৌন্দৰ্য বৃদ্ধি কৰে। ছৰ্দাৰ বল্লভভাই পেটেলৰ জন্ম জয়ন্তী উপলক্ষে ‘স্ট্যেছু অব ইউনিটি’ত ৰাষ্ট্ৰীয় একতা দিৱস উদযাপন কৰা হয়। প্ৰধানমন্ত্ৰীয়ে একতা দৌৰৰ শুভাৰম্ভ কৰি দেশবাসীক ঐক্যৰ শপত-বাক্য পাঠ কৰায়। বিভিন্ন ৰাজ্যৰ সাংস্কৃতিক দলে বৰ্ণাঢ্য পৰিৱেশনেৰে অনুষ্ঠানৰ সৌন্দৰ্য বৃদ্ধি কৰে। ছৰ্দাৰ বল্লভভাই পেটেলৰ জন্ম জয়ন্তী উপলক্ষে ‘স্ট্যেছু অব ইউনিটি’ত ৰাষ্ট্ৰীয় একতা দিৱস উদযাপন কৰা হয়। প্ৰধানমন্ত্ৰীয়ে একতা দৌৰৰ শুভাৰম্ভ কৰি দেশবাসীক ঐক্যৰ শপত-বাক্য পাঠ কৰায়। বিভিন্ন ৰাজ্যৰ সাংস্কৃতিক দলে বৰ্ণাঢ্য পৰিৱেশনেৰে অনুষ্ঠানৰ সৌন্দৰ্য বৃদ্ধি কৰে। ছৰ্দাৰ বল্লভভাই পেটেলৰ জন্ম জয়ন্তী উপলক্ষে ‘স্ট্যেছু অব ইউনিটি’ত ৰাষ্ট্ৰীয় একতা দিৱস উদযাপন কৰা হয়। প্ৰধানমন্ত্ৰীয়ে একতা দৌৰৰ শুভাৰম্ভ কৰি দেশবাসীক ঐক্যৰ শপত-বাক্য পাঠ কৰায়। বিভিন্ন ৰাজ্যৰ সাংস্কৃতিক দলে বৰ্ণাঢ্য পৰিৱেশনেৰে অনুষ্ঠানৰ সৌন্দৰ্য বৃদ্ধি কৰে। ছৰ্দাৰ বল্লভভাই পেটেলৰ জন্ম জয়ন্তী উপলক্ষে ‘স্ট্যেছু অব ইউনিটি’ত ৰাষ্ট্ৰীয় একতা দিৱস উদযাপন কৰা হয়। প্ৰধানমন্ত্ৰীয়ে একতা দৌৰৰ শুভাৰম্ভ কৰি দেশবাসীক ঐক্যৰ শপত-বাক্য পাঠ কৰায়। বিভিন্ন ৰাজ্যৰ সাংস্কৃতিক দলে বৰ্ণাঢ্য পৰিৱেশনেৰে অনুষ্ঠানৰ সৌন্দৰ্য বৃদ্ধি কৰে। ছৰ্দাৰ বল্লভভাই পেটেলৰ জন্ম জয়ন্তী উপলক্ষে ‘স্ট্যেছু অব ইউনিটি’ত ৰাষ্ট্ৰীয় একতা দিৱস উদযাপন কৰা হয়। প্ৰধানমন্ত্ৰীয়ে একতা দৌৰৰ শুভাৰম্ভ কৰি দেশবাসীক ঐক্যৰ শপত-বাক্য পাঠ কৰায়। বিভিন্ন ৰাজ্যৰ সাংস্কৃতিক দলে বৰ্ণাঢ্য পৰিৱেশনেৰে অনুষ্ঠানৰ সৌন্দৰ্য বৃদ্ধি কৰে। ছৰ্দাৰ বল্লভভাই পেটেলৰ জন্ম জয়ন্তী উপলক্ষে ‘স্ট্যেছু অব ইউনিটি’ত ৰাষ্ট্ৰীয় একতা দিৱস উদযাপন কৰা হয়। প্ৰধানমন্ত্ৰীয়ে একতা দৌৰৰ শুভাৰম্ভ কৰি দেশবাসীক ঐক্যৰ শপত-বাক্য পাঠ কৰায়। বিভিন্ন ৰাজ্যৰ সাংস্কৃতিক দলে বৰ্ণাঢ্য পৰিৱেশনেৰে অনুষ্ঠানৰ সৌন্দৰ্য বৃদ্ধি কৰে। ছৰ্দাৰ বল্লভভাই পেটেলৰ জন্ম জয়ন্তী উপলক্ষে ‘স্ট্যেছু অব ইউনিটি’ত ৰাষ্ট্ৰীয় একতা দিৱস উদযাপন কৰা হয়। প্ৰধানমন্ত্ৰীয়ে একতা দৌৰৰ শুভাৰম্ভ কৰি দেশবাসীক ঐক্যৰ শপত-বাক্য পাঠ কৰায়। বিভিন্ন ৰাজ্যৰ সাংস্কৃতিক দলে বৰ্ণাঢ্য পৰিৱেশনেৰে অনুষ্ঠানৰ সৌন্দৰ্য বৃদ্ধি কৰে। ছৰ্দাৰ বল্লভভাই পেটেলৰ জন্ম জয়ন্তী উপলক্ষে ‘স্ট্যেছু অব ইউনিটি’ত ৰাষ্ট্ৰীয় একতা দিৱস উদযাপন কৰা হয়। প্ৰধানমন্ত্ৰীয়ে একতা দৌৰৰ শুভাৰম্ভ কৰি দেশবাসীক ঐক্যৰ শপত-বাক্য পাঠ কৰায়। বিভিন্ন ৰাজ্যৰ সাংস্কৃতিক দলে বৰ্ণাঢ্য পৰিৱেশনেৰে অনুষ্ঠানৰ সৌন্দৰ্য বৃদ্ধি কৰে। ছৰ্দাৰ বল্লভভাই পেটেলৰ জন্ম জয়ন্তী উপলক্ষে ‘স্ট্যেছু অব ইউনিটি’ত ৰাষ্ট্ৰীয় একতা দিৱস উদযাপন কৰা হয়। প্ৰধানমন্ত্ৰীয়ে একতা দৌৰৰ শুভাৰম্ভ কৰি দেশবাসীক ঐক্যৰ শপত-বাক্য পাঠ কৰায়। বিভিন্ন ৰাজ্যৰ সাংস্কৃতিক দলে বৰ্ণাঢ্য পৰিৱেশনেৰে অনুষ্ঠানৰ সৌন্দৰ্য বৃদ্ধি কৰে। ছৰ্দাৰ বল্লভভাই পেটেলৰ জন্ম জয়ন্তী উপলক্ষে ‘স্ট্যেছু অব ইউনিটি’ত ৰাষ্ট্ৰীয় একতা দিৱস উদযাপন কৰা হয়। প্ৰধানমন্ত্ৰীয়ে একতা দৌৰৰ শুভাৰম্ভ কৰি দেশবাসীক ঐক্যৰ শপত-বাক্য পাঠ কৰায়। বিভিন্ন ৰাজ্যৰ সাংস্কৃতিক দলে বৰ্ণাঢ্য পৰিৱেশনেৰে অনুষ্ঠানৰ সৌন্দৰ্য বৃদ্ধি কৰে। ছৰ্দাৰ বল্লভভাই পেটেলৰ জন্ম জয়ন্তী উপলক্ষে ‘স্ট্যেছু অব ইউনিটি’ত ৰাষ্ট্ৰীয় একতা দিৱস উদযাপন কৰা হয়। প্ৰধানমন্ত্ৰীয়ে একতা দৌৰৰ শুভাৰম্ভ কৰি দেশবাসীক ঐক্যৰ শপত-বাক্য পাঠ কৰায়। বিভিন্ন ৰাজ্যৰ সাংস্কৃতিক দলে বৰ্ণাঢ্য পৰিৱেশনেৰে অনুষ্ঠানৰ সৌন্দৰ্য বৃদ্ধি কৰে। ছৰ্দাৰ বল্লভভাই পেটেলৰ জন্ম জয়ন্তী উপলক্ষে ‘স্ট্যেছু অব ইউনিটি’ত ৰাষ্ট্ৰীয় একতা দিৱস উদযাপন কৰা হয়। প্ৰধানমন্ত্ৰীয়ে একতা দৌৰৰ শুভাৰম্ভ কৰি দেশবাসীক ঐক্যৰ শপত-বাক্য পাঠ কৰায়। বিভিন্ন ৰাজ্যৰ সাংস্কৃতিক দলে বৰ্ণাঢ্য পৰিৱেশনেৰে অনুষ্ঠানৰ সৌন্দৰ্য বৃদ্ধি কৰে। ছৰ্দাৰ বল্লভভাই পেটেলৰ জন্ম জয়ন্তী উপলক্ষে ‘স্ট্যেছু অব ইউনিটি’ত ৰাষ্ট্ৰীয় একতা দিৱস উদযাপন কৰা হয়। প্ৰধানমন্ত্ৰীয়ে একতা দৌৰৰ শুভাৰম্ভ কৰি দেশবাসীক ঐক্যৰ শপত-বাক্য পাঠ কৰায়। বিভিন্ন ৰাজ্যৰ সাংস্কৃতিক দলে বৰ্ণাঢ্য পৰিৱেশনেৰে অনুষ্ঠানৰ সৌন্দৰ্য বৃদ্ধি কৰে। ছৰ্দাৰ বল্লভভাই পেটেলৰ জন্ম জয়ন্তী উপলক্ষে ‘স্ট্যেছু অব ইউনিটি’ত ৰাষ্ট্ৰীয় একতা দিৱস উদযাপন কৰা হয়। প্ৰধানমন্ত্ৰীয়ে একতা দৌৰৰ শুভাৰম্ভ কৰি দেশবাসীক ঐক্যৰ শপত-বাক্য পাঠ কৰায়। বিভিন্ন ৰাজ্যৰ সাংস্কৃতিক দলে বৰ্ণাঢ্য পৰিৱেশনেৰে অনুষ্ঠানৰ সৌন্দৰ্য বৃদ্ধি কৰে। ছৰ্দাৰ বল্লভভাই পেটেলৰ জন্ম জয়ন্তী উপলক্ষে ‘স্ট্যেছু অব ইউনিটি’ত ৰাষ্ট্ৰীয় একতা দিৱস উদযাপন কৰা হয়। প্ৰধানমন্ত্ৰীয়ে একতা দৌৰৰ শুভাৰম্ভ কৰি দেশবাসীক ঐক্যৰ শপত-বাক্য পাঠ কৰায়। বিভিন্ন ৰাজ্যৰ সাংস্কৃতিক দলে বৰ্ণাঢ্য পৰিৱেশনেৰে অনুষ্ঠানৰ সৌন্দৰ্য বৃদ্ধি কৰে। ছৰ্দাৰ বল্লভভাই পেটেলৰ জন্ম জয়ন্তী উপলক্ষে ‘স্ট্যেছু অব ইউনিটি’ত ৰাষ্ট্ৰীয় একতা দিৱস উদযাপন কৰা হয়। প্ৰধানমন্ত্ৰীয়ে একতা দৌৰৰ শুভাৰম্ভ কৰি দেশবাসীক ঐক্যৰ শপত-বাক্য পাঠ কৰায়। বিভিন্ন ৰাজ্যৰ সাংস্কৃতিক দলে বৰ্ণাঢ্য পৰিৱেশনেৰে অনুষ্ঠানৰ সৌন্দৰ্য বৃদ্ধি কৰে।	[744, 1615, 883, 2338]
body-text: ইফালে জিলা প্ৰশাসনে সকলো দিশ চালি-জাৰি চাই পৰৱৰ্তী পদক্ষেপ গ্ৰহণ কৰিব বুলি সদৰী কৰিছে। উল্লেখ্য যে যোৱা কেইদিনত এই ঘটনাক লৈ সমগ্ৰ ৰাজ্যতে তীব্ৰ প্ৰতিক্ৰিয়াৰ সৃষ্টি হৈছে। ৰাইজৰ মাজতো ইয়াক লৈ ব্যাপক চৰ্চা অব্যাহত আছে। ইফালে জিলা প্ৰশাসনে সকলো দিশ চালি-জাৰি চাই পৰৱৰ্তী পদক্ষেপ গ্ৰহণ কৰিব বুলি সদৰী কৰিছে। উল্লেখ্য যে যোৱা কেইদিনত এই ঘটনাক লৈ সমগ্ৰ ৰাজ্যতে তীব্ৰ প্ৰতিক্ৰিয়াৰ সৃষ্টি হৈছে। ৰাইজৰ মাজতো ইয়াক লৈ ব্যাপক চৰ্চা অব্যাহত আছে। ইফালে জিলা প্ৰশাসনে সকলো দিশ চালি-জাৰি চাই পৰৱৰ্তী পদক্ষেপ গ্ৰহণ কৰিব বুলি সদৰী কৰিছে। উল্লেখ্য যে যোৱা কেইদিনত এই ঘটনাক লৈ সমগ্ৰ ৰাজ্যতে তীব্ৰ প্ৰতিক্ৰিয়াৰ সৃষ্টি হৈছে। ৰাইজৰ মাজতো ইয়াক লৈ ব্যাপক চৰ্চা অব্যাহত আছে। ইফালে জিলা প্ৰশাসনে সকলো দিশ চালি-জাৰি চাই পৰৱৰ্তী পদক্ষেপ গ্ৰহণ কৰিব বুলি সদৰী কৰিছে। উল্লেখ্য যে যোৱা কেইদিনত এই ঘটনাক লৈ সমগ্ৰ ৰাজ্যতে তীব্ৰ প্ৰতিক্ৰিয়াৰ সৃষ্টি হৈছে। ৰাইজৰ মাজতো ইয়াক লৈ ব্যাপক চৰ্চা অব্যাহত আছে। ইফালে জিলা প্ৰশাসনে সকলো দিশ চালি-জাৰি চাই পৰৱৰ্তী পদক্ষেপ গ্ৰহণ কৰিব বুলি সদৰী কৰিছে। উল্লেখ্য যে যোৱা কেইদিনত এই ঘটনাক লৈ সমগ্ৰ ৰাজ্যতে তীব্ৰ প্ৰতিক্ৰিয়াৰ সৃষ্টি হৈছে। ৰাইজৰ মাজতো ইয়াক লৈ ব্যাপক চৰ্চা অব্যাহত আছে। ইফালে জিলা প্ৰশাসনে সকলো দিশ চালি-জাৰি চাই পৰৱৰ্তী পদক্ষেপ গ্ৰহণ কৰিব বুলি সদৰী কৰিছে। উল্লেখ্য যে যোৱা কেইদিনত এই ঘটনাক লৈ সমগ্ৰ ৰাজ্যতে তীব্ৰ প্ৰতিক্ৰিয়াৰ সৃষ্টি হৈছে। ৰাইজৰ মাজতো ইয়াক লৈ ব্যাপক চৰ্চা অব্যাহত আছে। ইফালে জিলা প্ৰশাসনে সকলো দিশ চালি-জাৰি চাই পৰৱৰ্তী পদক্ষেপ গ্ৰহণ কৰিব বুলি সদৰী কৰিছে। উল্লেখ্য যে যোৱা কেইদিনত এই ঘটনাক লৈ সমগ্ৰ ৰাজ্যতে তীব্ৰ প্ৰতিক্ৰিয়াৰ সৃষ্টি হৈছে। ৰাইজৰ মাজতো ইয়াক লৈ ব্যাপক চৰ্চা অব্যাহত আছে। ইফালে জিলা প্ৰশাসনে সকলো দিশ চালি-জাৰি চাই পৰৱৰ্তী পদক্ষেপ গ্ৰহণ কৰিব বুলি সদৰী কৰিছে। উল্লেখ্য যে যোৱা কেইদিনত এই ঘটনাক লৈ সমগ্ৰ ৰাজ্যতে তীব্ৰ প্ৰতিক্ৰিয়াৰ সৃষ্টি হৈছে। ৰাইজৰ মাজতো ইয়াক লৈ ব্যাপক চৰ্চা অব্যাহত আছে।	[744, 931, 1029, 1558]
header-left	[19, 37, 252, 60]
article-unity-day	[744, 1577, 1468, 2448]
kicker-label: এক পিঠিৰ পৰা—	[33, 101, 136, 118]
article-dibrugarh-farewell	[744, 892, 1468, 1569]
article-separator-rule	[744, 887, 1468, 888]
body-text: অসমৰ বিভিন্ন প্ৰান্তৰ লগতে বহিঃৰাজ্যৰ পৰাও অহা অগণন লোকে অনুষ্ঠানত অংশগ্ৰহণ কৰে। সামাজিক মাধ্যমতো এই বিষয়ে প্ৰতিক্ৰিয়াৰ জোৱাৰ উঠিছে। অসমৰ বিভিন্ন প্ৰান্তৰ লগতে বহিঃৰাজ্যৰ পৰাও অহা অগণন লোকে অনুষ্ঠানত অংশগ্ৰহণ কৰে। সামাজিক মাধ্যমতো এই বিষয়ে প্ৰতিক্ৰিয়াৰ জোৱাৰ উঠিছে। অসমৰ বিভিন্ন প্ৰান্তৰ লগতে বহিঃৰাজ্যৰ পৰাও অহা অগণন লোকে অনুষ্ঠানত অংশগ্ৰহণ কৰে। সামাজিক মাধ্যমতো এই বিষয়ে প্ৰতিক্ৰিয়াৰ জোৱাৰ উঠিছে। অসমৰ বিভিন্ন প্ৰান্তৰ লগতে বহিঃৰাজ্যৰ পৰাও অহা অগণন লোকে অনুষ্ঠানত অংশগ্ৰহণ কৰে। সামাজিক মাধ্যমতো এই বিষয়ে প্ৰতিক্ৰিয়াৰ জোৱাৰ উঠিছে। অসমৰ বিভিন্ন প্ৰান্তৰ লগতে বহিঃৰাজ্যৰ পৰাও অহা অগণন লোকে অনুষ্ঠানত অংশগ্ৰহণ কৰে। সামাজিক মাধ্যমতো এই বিষয়ে প্ৰতিক্ৰিয়াৰ জোৱাৰ উঠিছে। অসমৰ বিভিন্ন প্ৰান্তৰ লগতে বহিঃৰাজ্যৰ পৰাও অহা অগণন লোকে অনুষ্ঠানত অংশগ্ৰহণ কৰে। সামাজিক মাধ্যমতো এই বিষয়ে প্ৰতিক্ৰিয়াৰ জোৱাৰ উঠিছে। অসমৰ বিভিন্ন প্ৰান্তৰ লগতে বহিঃৰাজ্যৰ পৰাও অহা অগণন লোকে অনুষ্ঠানত অংশগ্ৰহণ কৰে। সামাজিক মাধ্যমতো এই বিষয়ে প্ৰতিক্ৰিয়াৰ জোৱাৰ উঠিছে। অসমৰ বিভিন্ন প্ৰান্তৰ লগতে বহিঃৰাজ্যৰ পৰাও অহা অগণন লোকে অনুষ্ঠানত অংশগ্ৰহণ কৰে। সামাজিক মাধ্যমতো এই বিষয়ে প্ৰতিক্ৰিয়াৰ জোৱাৰ উঠিছে।	[890, 931, 1176, 1558]
kicker-box	[21, 95, 148, 129]
headline-dibrugarh-farewell: ডিব্ৰুগড়ত ৰাজ্যিক মৰ্যাদাৰে শেষ বিদায়...	[922, 897, 1290, 922]
body-text: ছৰ্দাৰ বল্লভভাই পেটেলৰ জন্ম জয়ন্তী উপলক্ষে ‘স্ট্যেছু অব ইউনিটি’ত ৰাষ্ট্ৰীয় একতা দিৱস উদযাপন কৰা হয়। প্ৰধানমন্ত্ৰীয়ে একতা দৌৰৰ শুভাৰম্ভ কৰি দেশবাসীক ঐক্যৰ শপত-বাক্য পাঠ কৰায়। বিভিন্ন ৰাজ্যৰ সাংস্কৃতিক দলে বৰ্ণাঢ্য পৰিৱেশনেৰে অনুষ্ঠানৰ সৌন্দৰ্য বৃদ্ধি কৰে। ছৰ্দাৰ বল্লভভাই পেটেলৰ জন্ম জয়ন্তী উপলক্ষে ‘স্ট্যেছু অব ইউনিটি’ত ৰাষ্ট্ৰীয় একতা দিৱস উদযাপন কৰা হয়। প্ৰধানমন্ত্ৰীয়ে একতা দৌৰৰ শুভাৰম্ভ কৰি দেশবাসীক ঐক্যৰ শপত-বাক্য পাঠ কৰায়। বিভিন্ন ৰাজ্যৰ সাংস্কৃতিক দলে বৰ্ণাঢ্য পৰিৱেশনেৰে অনুষ্ঠানৰ সৌন্দৰ্য বৃদ্ধি কৰে। ছৰ্দাৰ বল্লভভাই পেটেলৰ জন্ম জয়ন্তী উপলক্ষে ‘স্ট্যেছু অব ইউনিটি’ত ৰাষ্ট্ৰীয় একতা দিৱস উদযাপন কৰা হয়। প্ৰধানমন্ত্ৰীয়ে একতা দৌৰৰ শুভাৰম্ভ কৰি দেশবাসীক ঐক্যৰ শপত-বাক্য পাঠ কৰায়। বিভিন্ন ৰাজ্যৰ সাংস্কৃতিক দলে বৰ্ণাঢ্য পৰিৱেশনেৰে অনুষ্ঠানৰ সৌন্দৰ্য বৃদ্ধি কৰে। ছৰ্দাৰ বল্লভভাই পেটেলৰ জন্ম জয়ন্তী উপলক্ষে ‘স্ট্যেছু অব ইউনিটি’ত ৰাষ্ট্ৰীয় একতা দিৱস উদযাপন কৰা হয়। প্ৰধানমন্ত্ৰীয়ে একতা দৌৰৰ শুভাৰম্ভ কৰি দেশবাসীক ঐক্যৰ শপত-বাক্য পাঠ কৰায়। বিভিন্ন ৰাজ্যৰ সাংস্কৃতিক দলে বৰ্ণাঢ্য পৰিৱেশনেৰে অনুষ্ঠানৰ সৌন্দৰ্য বৃদ্ধি কৰে। ছৰ্দাৰ বল্লভভাই পেটেলৰ জন্ম জয়ন্তী উপলক্ষে ‘স্ট্যেছু অব ইউনিটি’ত ৰাষ্ট্ৰীয় একতা দিৱস উদযাপন কৰা হয়। প্ৰধানমন্ত্ৰীয়ে একতা দৌৰৰ শুভাৰম্ভ কৰি দেশবাসীক ঐক্যৰ শপত-বাক্য পাঠ কৰায়। বিভিন্ন ৰাজ্যৰ সাংস্কৃতিক দলে বৰ্ণাঢ্য পৰিৱেশনেৰে অনুষ্ঠানৰ সৌন্দৰ্য বৃদ্ধি কৰে। ছৰ্দাৰ বল্লভভাই পেটেলৰ জন্ম জয়ন্তী উপলক্ষে ‘স্ট্যেছু অব ইউনিটি’ত ৰাষ্ট্ৰীয় একতা দিৱস উদযাপন কৰা হয়। প্ৰধানমন্ত্ৰীয়ে একতা দৌৰৰ শুভাৰম্ভ কৰি দেশবাসীক ঐক্যৰ শপত-বাক্য পাঠ কৰায়। বিভিন্ন ৰাজ্যৰ সাংস্কৃতিক দলে বৰ্ণাঢ্য পৰিৱেশনেৰে অনুষ্ঠানৰ সৌন্দৰ্য বৃদ্ধি কৰে। ছৰ্দাৰ বল্লভভাই পেটেলৰ জন্ম জয়ন্তী উপলক্ষে ‘স্ট্যেছু অব ইউনিটি’ত ৰাষ্ট্ৰীয় একতা দিৱস উদযাপন কৰা হয়। প্ৰধানমন্ত্ৰীয়ে একতা দৌৰৰ শুভাৰম্ভ কৰি দেশবাসীক ঐক্যৰ শপত-বাক্য পাঠ কৰায়। বিভিন্ন ৰাজ্যৰ সাংস্কৃতিক দলে বৰ্ণাঢ্য পৰিৱেশনেৰে অনুষ্ঠানৰ সৌন্দৰ্য বৃদ্ধি কৰে। ছৰ্দাৰ বল্লভভাই পেটেলৰ জন্ম জয়ন্তী উপলক্ষে ‘স্ট্যেছু অব ইউনিটি’ত ৰাষ্ট্ৰীয় একতা দিৱস উদযাপন কৰা হয়। প্ৰধানমন্ত্ৰীয়ে একতা দৌৰৰ শুভাৰম্ভ কৰি দেশবাসীক ঐক্যৰ শপত-বাক্য পাঠ কৰায়। বিভিন্ন ৰাজ্যৰ সাংস্কৃতিক দলে বৰ্ণাঢ্য পৰিৱেশনেৰে অনুষ্ঠানৰ সৌন্দৰ্য বৃদ্ধি কৰে। ছৰ্দাৰ বল্লভভাই পেটেলৰ জন্ম জয়ন্তী উপলক্ষে ‘স্ট্যেছু অব ইউনিটি’ত ৰাষ্ট্ৰীয় একতা দিৱস উদযাপন কৰা হয়। প্ৰধানমন্ত্ৰীয়ে একতা দৌৰৰ শুভাৰম্ভ কৰি দেশবাসীক ঐক্যৰ শপত-বাক্য পাঠ কৰায়। বিভিন্ন ৰাজ্যৰ সাংস্কৃতিক দলে বৰ্ণাঢ্য পৰিৱেশনেৰে অনুষ্ঠানৰ সৌন্দৰ্য বৃদ্ধি কৰে। ছৰ্দাৰ বল্লভভাই পেটেলৰ জন্ম জয়ন্তী উপলক্ষে ‘স্ট্যেছু অব ইউনিটি’ত ৰাষ্ট্ৰীয় একতা দিৱস উদযাপন কৰা হয়। প্ৰধানমন্ত্ৰীয়ে একতা দৌৰৰ শুভাৰম্ভ কৰি দেশবাসীক ঐক্যৰ শপত-বাক্য পাঠ কৰায়। বিভিন্ন ৰাজ্যৰ সাংস্কৃতিক দলে বৰ্ণাঢ্য পৰিৱেশনেৰে অনুষ্ঠানৰ সৌন্দৰ্য বৃদ্ধি কৰে। ছৰ্দাৰ বল্লভভাই পেটেলৰ জন্ম জয়ন্তী উপলক্ষে ‘স্ট্যেছু অব ইউনিটি’ত ৰাষ্ট্ৰীয় একতা দিৱস উদযাপন কৰা হয়। প্ৰধানমন্ত্ৰীয়ে একতা দৌৰৰ শুভাৰম্ভ কৰি দেশবাসীক ঐক্যৰ শপত-বাক্য পাঠ কৰায়। বিভিন্ন ৰাজ্যৰ সাংস্কৃতিক দলে বৰ্ণাঢ্য পৰিৱেশনেৰে অনুষ্ঠানৰ সৌন্দৰ্য বৃদ্ধি কৰে। ছৰ্দাৰ বল্লভভাই পেটেলৰ জন্ম জয়ন্তী উপলক্ষে ‘স্ট্যেছু অব ইউনিটি’ত ৰাষ্ট্ৰীয় একতা দিৱস উদযাপন কৰা হয়। প্ৰধানমন্ত্ৰীয়ে একতা দৌৰৰ শুভাৰম্ভ কৰি দেশবাসীক ঐক্যৰ শপত-বাক্য পাঠ কৰায়। বিভিন্ন ৰাজ্যৰ সাংস্কৃতিক দলে বৰ্ণাঢ্য পৰিৱেশনেৰে অনুষ্ঠানৰ সৌন্দৰ্য বৃদ্ধি কৰে। ছৰ্দাৰ বল্লভভাই পেটেলৰ জন্ম জয়ন্তী উপলক্ষে ‘স্ট্যেছু অব ইউনিটি’ত ৰাষ্ট্ৰীয় একতা দিৱস উদযাপন কৰা হয়। প্ৰধানমন্ত্ৰীয়ে একতা দৌৰৰ শুভাৰম্ভ কৰি দেশবাসীক ঐক্যৰ শপত-বাক্য পাঠ কৰায়। বিভিন্ন ৰাজ্যৰ সাংস্কৃতিক দলে বৰ্ণাঢ্য পৰিৱেশনেৰে অনুষ্ঠানৰ সৌন্দৰ্য বৃদ্ধি কৰে। ছৰ্দাৰ বল্লভভাই পেটেলৰ জন্ম জয়ন্তী উপলক্ষে ‘স্ট্যেছু অব ইউনিটি’ত ৰাষ্ট্ৰীয় একতা দিৱস উদযাপন কৰা হয়। প্ৰধানমন্ত্ৰীয়ে একতা দৌৰৰ শুভাৰম্ভ কৰি দেশবাসীক ঐক্যৰ শপত-বাক্য পাঠ কৰায়। বিভিন্ন ৰাজ্যৰ সাংস্কৃতিক দলে বৰ্ণাঢ্য পৰিৱেশনেৰে অনুষ্ঠানৰ সৌন্দৰ্য বৃদ্ধি কৰে। ছৰ্দাৰ বল্লভভাই পেটেলৰ জন্ম জয়ন্তী উপলক্ষে ‘স্ট্যেছু অব ইউনিটি’ত ৰাষ্ট্ৰীয় একতা দিৱস উদযাপন কৰা হয়। প্ৰধানমন্ত্ৰীয়ে একতা দৌৰৰ শুভাৰম্ভ কৰি দেশবাসীক ঐক্যৰ শপত-বাক্য পাঠ কৰায়। বিভিন্ন ৰাজ্যৰ সাংস্কৃতিক দলে বৰ্ণাঢ্য পৰিৱেশনেৰে অনুষ্ঠানৰ সৌন্দৰ্য বৃদ্ধি কৰে। ছৰ্দাৰ বল্লভভাই পেটেলৰ জন্ম জয়ন্তী উপলক্ষে ‘স্ট্যেছু অব ইউনিটি’ত ৰাষ্ট্ৰীয় একতা দিৱস উদযাপন কৰা হয়। প্ৰধানমন্ত্ৰীয়ে একতা দৌৰৰ শুভাৰম্ভ কৰি দেশবাসীক ঐক্যৰ শপত-বাক্য পাঠ কৰায়। বিভিন্ন ৰাজ্যৰ সাংস্কৃতিক দলে বৰ্ণাঢ্য পৰিৱেশনেৰে অনুষ্ঠানৰ সৌন্দৰ্য বৃদ্ধি কৰে।	[890, 1744, 1029, 2387]
body-text: অসমৰ বিভিন্ন প্ৰান্তৰ লগতে বহিঃৰাজ্যৰ পৰাও অহা অগণন লোকে অনুষ্ঠানত অংশগ্ৰহণ কৰে। সামাজিক মাধ্যমতো এই বিষয়ে প্ৰতিক্ৰিয়াৰ জোৱাৰ উঠিছে। অসমৰ বিভিন্ন প্ৰান্তৰ লগতে বহিঃৰাজ্যৰ পৰাও অহা অগণন লোকে অনুষ্ঠানত অংশগ্ৰহণ কৰে। সামাজিক মাধ্যমতো এই বিষয়ে প্ৰতিক্ৰিয়াৰ জোৱাৰ উঠিছে। অসমৰ বিভিন্ন প্ৰান্তৰ লগতে বহিঃৰাজ্যৰ পৰাও অহা অগণন লোকে অনুষ্ঠানত অংশগ্ৰহণ কৰে। সামাজিক মাধ্যমতো এই বিষয়ে প্ৰতিক্ৰিয়াৰ জোৱাৰ উঠিছে। অসমৰ বিভিন্ন প্ৰান্তৰ লগতে বহিঃৰাজ্যৰ পৰাও অহা অগণন লোকে অনুষ্ঠানত অংশগ্ৰহণ কৰে। সামাজিক মাধ্যমতো এই বিষয়ে প্ৰতিক্ৰিয়াৰ জোৱাৰ উঠিছে। অসমৰ বিভিন্ন প্ৰান্তৰ লগতে বহিঃৰাজ্যৰ পৰাও অহা অগণন লোকে অনুষ্ঠানত অংশগ্ৰহণ কৰে। সামাজিক মাধ্যমতো এই বিষয়ে প্ৰতিক্ৰিয়াৰ জোৱাৰ উঠিছে। অসমৰ বিভিন্ন প্ৰান্তৰ লগতে বহিঃৰাজ্যৰ পৰাও অহা অগণন লোকে অনুষ্ঠানত অংশগ্ৰহণ কৰে। সামাজিক মাধ্যমতো এই বিষয়ে প্ৰতিক্ৰিয়াৰ জোৱাৰ উঠিছে। অসমৰ বিভিন্ন প্ৰান্তৰ লগতে বহিঃৰাজ্যৰ পৰাও অহা অগণন লোকে অনুষ্ঠানত অংশগ্ৰহণ কৰে। সামাজিক মাধ্যমতো এই বিষয়ে প্ৰতিক্ৰিয়াৰ জোৱাৰ উঠিছে। অসমৰ বিভিন্ন প্ৰান্তৰ লগতে বহিঃৰাজ্যৰ পৰাও অহা অগণন লোকে অনুষ্ঠানত অংশগ্ৰহণ কৰে। সামাজিক মাধ্যমতো এই বিষয়ে প্ৰতিক্ৰিয়াৰ জোৱাৰ উঠিছে। অসমৰ বিভিন্ন প্ৰান্তৰ লগতে বহিঃৰাজ্যৰ পৰাও অহা অগণন লোকে অনুষ্ঠানত অংশগ্ৰহণ কৰে। সামাজিক মাধ্যমতো এই বিষয়ে প্ৰতিক্ৰিয়াৰ জোৱাৰ উঠিছে। অসমৰ বিভিন্ন প্ৰান্তৰ লগতে বহিঃৰাজ্যৰ পৰাও অহা অগণন লোকে অনুষ্ঠানত অংশগ্ৰহণ কৰে। সামাজিক মাধ্যমতো এই বিষয়ে প্ৰতিক্ৰিয়াৰ জোৱাৰ উঠিছে।	[744, 1615, 1029, 2427]
headline-flourish-icon	[34, 163, 201, 172]
body-text: ছৰ্দাৰ বল্লভভাই পেটেলৰ জন্ম জয়ন্তী উপলক্ষে ‘স্ট্যেছু অব ইউনিটি’ত ৰাষ্ট্ৰীয় একতা দিৱস উদযাপন কৰা হয়। প্ৰধানমন্ত্ৰীয়ে একতা দৌৰৰ শুভাৰম্ভ কৰি দেশবাসীক ঐক্যৰ শপত-বাক্য পাঠ কৰায়। বিভিন্ন ৰাজ্যৰ সাংস্কৃতিক দলে বৰ্ণাঢ্য পৰিৱেশনেৰে অনুষ্ঠানৰ সৌন্দৰ্য বৃদ্ধি কৰে। ছৰ্দাৰ বল্লভভাই পেটেলৰ জন্ম জয়ন্তী উপলক্ষে ‘স্ট্যেছু অব ইউনিটি’ত ৰাষ্ট্ৰীয় একতা দিৱস উদযাপন কৰা হয়। প্ৰধানমন্ত্ৰীয়ে একতা দৌৰৰ শুভাৰম্ভ কৰি দেশবাসীক ঐক্যৰ শপত-বাক্য পাঠ কৰায়। বিভিন্ন ৰাজ্যৰ সাংস্কৃতিক দলে বৰ্ণাঢ্য পৰিৱেশনেৰে অনুষ্ঠানৰ সৌন্দৰ্য বৃদ্ধি কৰে। ছৰ্দাৰ বল্লভভাই পেটেলৰ জন্ম জয়ন্তী উপলক্ষে ‘স্ট্যেছু অব ইউনিটি’ত ৰাষ্ট্ৰীয় একতা দিৱস উদযাপন কৰা হয়। প্ৰধানমন্ত্ৰীয়ে একতা দৌৰৰ শুভাৰম্ভ কৰি দেশবাসীক ঐক্যৰ শপত-বাক্য পাঠ কৰায়। বিভিন্ন ৰাজ্যৰ সাংস্কৃতিক দলে বৰ্ণাঢ্য পৰিৱেশনেৰে অনুষ্ঠানৰ সৌন্দৰ্য বৃদ্ধি কৰে। ছৰ্দাৰ বল্লভভাই পেটেলৰ জন্ম জয়ন্তী উপলক্ষে ‘স্ট্যেছু অব ইউনিটি’ত ৰাষ্ট্ৰীয় একতা দিৱস উদযাপন কৰা হয়। প্ৰধানমন্ত্ৰীয়ে একতা দৌৰৰ শুভাৰম্ভ কৰি দেশবাসীক ঐক্যৰ শপত-বাক্য পাঠ কৰায়। বিভিন্ন ৰাজ্যৰ সাংস্কৃতিক দলে বৰ্ণাঢ্য পৰিৱেশনেৰে অনুষ্ঠানৰ সৌন্দৰ্য বৃদ্ধি কৰে। ছৰ্দাৰ বল্লভভাই পেটেলৰ জন্ম জয়ন্তী উপলক্ষে ‘স্ট্যেছু অব ইউনিটি’ত ৰাষ্ট্ৰীয় একতা দিৱস উদযাপন কৰা হয়। প্ৰধানমন্ত্ৰীয়ে একতা দৌৰৰ শুভাৰম্ভ কৰি দেশবাসীক ঐক্যৰ শপত-বাক্য পাঠ কৰায়। বিভিন্ন ৰাজ্যৰ সাংস্কৃতিক দলে বৰ্ণাঢ্য পৰিৱেশনেৰে অনুষ্ঠানৰ সৌন্দৰ্য বৃদ্ধি কৰে। ছৰ্দাৰ বল্লভভাই পেটেলৰ জন্ম জয়ন্তী উপলক্ষে ‘স্ট্যেছু অব ইউনিটি’ত ৰাষ্ট্ৰীয় একতা দিৱস উদযাপন কৰা হয়। প্ৰধানমন্ত্ৰীয়ে একতা দৌৰৰ শুভাৰম্ভ কৰি দেশবাসীক ঐক্যৰ শপত-বাক্য পাঠ কৰায়। বিভিন্ন ৰাজ্যৰ সাংস্কৃতিক দলে বৰ্ণাঢ্য পৰিৱেশনেৰে অনুষ্ঠানৰ সৌন্দৰ্য বৃদ্ধি কৰে। ছৰ্দাৰ বল্লভভাই পেটেলৰ জন্ম জয়ন্তী উপলক্ষে ‘স্ট্যেছু অব ইউনিটি’ত ৰাষ্ট্ৰীয় একতা দিৱস উদযাপন কৰা হয়। প্ৰধানমন্ত্ৰীয়ে একতা দৌৰৰ শুভাৰম্ভ কৰি দেশবাসীক ঐক্যৰ শপত-বাক্য পাঠ কৰায়। বিভিন্ন ৰাজ্যৰ সাংস্কৃতিক দলে বৰ্ণাঢ্য পৰিৱেশনেৰে অনুষ্ঠানৰ সৌন্দৰ্য বৃদ্ধি কৰে। ছৰ্দাৰ বল্লভভাই পেটেলৰ জন্ম জয়ন্তী উপলক্ষে ‘স্ট্যেছু অব ইউনিটি’ত ৰাষ্ট্ৰীয় একতা দিৱস উদযাপন কৰা হয়। প্ৰধানমন্ত্ৰীয়ে একতা দৌৰৰ শুভাৰম্ভ কৰি দেশবাসীক ঐক্যৰ শপত-বাক্য পাঠ কৰায়। বিভিন্ন ৰাজ্যৰ সাংস্কৃতিক দলে বৰ্ণাঢ্য পৰিৱেশনেৰে অনুষ্ঠানৰ সৌন্দৰ্য বৃদ্ধি কৰে।	[1037, 1913, 1176, 2234]
article-body	[744, 930, 1468, 1563]
body-text: ইফালে জিলা প্ৰশাসনে সকলো দিশ চালি-জাৰি চাই পৰৱৰ্তী পদক্ষেপ গ্ৰহণ কৰিব বুলি সদৰী কৰিছে। উল্লেখ্য যে যোৱা কেইদিনত এই ঘটনাক লৈ সমগ্ৰ ৰাজ্যতে তীব্ৰ প্ৰতিক্ৰিয়াৰ সৃষ্টি হৈছে। ৰাইজৰ মাজতো ইয়াক লৈ ব্যাপক চৰ্চা অব্যাহত আছে। ইফালে জিলা প্ৰশাসনে সকলো দিশ চালি-জাৰি চাই পৰৱৰ্তী পদক্ষেপ গ্ৰহণ কৰিব বুলি সদৰী কৰিছে। উল্লেখ্য যে যোৱা কেইদিনত এই ঘটনাক লৈ সমগ্ৰ ৰাজ্যতে তীব্ৰ প্ৰতিক্ৰিয়াৰ সৃষ্টি হৈছে। ৰাইজৰ মাজতো ইয়াক লৈ ব্যাপক চৰ্চা অব্যাহত আছে। ইফালে জিলা প্ৰশাসনে সকলো দিশ চালি-জাৰি চাই পৰৱৰ্তী পদক্ষেপ গ্ৰহণ কৰিব বুলি সদৰী কৰিছে। উল্লেখ্য যে যোৱা কেইদিনত এই ঘটনাক লৈ সমগ্ৰ ৰাজ্যতে তীব্ৰ প্ৰতিক্ৰিয়াৰ সৃষ্টি হৈছে। ৰাইজৰ মাজতো ইয়াক লৈ ব্যাপক চৰ্চা অব্যাহত আছে। ইফালে জিলা প্ৰশাসনে সকলো দিশ চালি-জাৰি চাই পৰৱৰ্তী পদক্ষেপ গ্ৰহণ কৰিব বুলি সদৰী কৰিছে। উল্লেখ্য যে যোৱা কেইদিনত এই ঘটনাক লৈ সমগ্ৰ ৰাজ্যতে তীব্ৰ প্ৰতিক্ৰিয়াৰ সৃষ্টি হৈছে। ৰাইজৰ মাজতো ইয়াক লৈ ব্যাপক চৰ্চা অব্যাহত আছে। ইফালে জিলা প্ৰশাসনে সকলো দিশ চালি-জাৰি চাই পৰৱৰ্তী পদক্ষেপ গ্ৰহণ কৰিব বুলি সদৰী কৰিছে। উল্লেখ্য যে যোৱা কেইদিনত এই ঘটনাক লৈ সমগ্ৰ ৰাজ্যতে তীব্ৰ প্ৰতিক্ৰিয়াৰ সৃষ্টি হৈছে। ৰাইজৰ মাজতো ইয়াক লৈ ব্যাপক চৰ্চা অব্যাহত আছে। ইফালে জিলা প্ৰশাসনে সকলো দিশ চালি-জাৰি চাই পৰৱৰ্তী পদক্ষেপ গ্ৰহণ কৰিব বুলি সদৰী কৰিছে। উল্লেখ্য যে যোৱা কেইদিনত এই ঘটনাক লৈ সমগ্ৰ ৰাজ্যতে তীব্ৰ প্ৰতিক্ৰিয়াৰ সৃষ্টি হৈছে। ৰাইজৰ মাজতো ইয়াক লৈ ব্যাপক চৰ্চা অব্যাহত আছে। ইফালে জিলা প্ৰশাসনে সকলো দিশ চালি-জাৰি চাই পৰৱৰ্তী পদক্ষেপ গ্ৰহণ কৰিব বুলি সদৰী কৰিছে। উল্লেখ্য যে যোৱা কেইদিনত এই ঘটনাক লৈ সমগ্ৰ ৰাজ্যতে তীব্ৰ প্ৰতিক্ৰিয়াৰ সৃষ্টি হৈছে। ৰাইজৰ মাজতো ইয়াক লৈ ব্যাপক চৰ্চা অব্যাহত আছে। ইফালে জিলা প্ৰশাসনে সকলো দিশ চালি-জাৰি চাই পৰৱৰ্তী পদক্ষেপ গ্ৰহণ কৰিব বুলি সদৰী কৰিছে। উল্লেখ্য যে যোৱা কেইদিনত এই ঘটনাক লৈ সমগ্ৰ ৰাজ্যতে তীব্ৰ প্ৰতিক্ৰিয়াৰ সৃষ্টি হৈছে। ৰাইজৰ মাজতো ইয়াক লৈ ব্যাপক চৰ্চা অব্যাহত আছে। ইফালে জিলা প্ৰশাসনে সকলো দিশ চালি-জাৰি চাই পৰৱৰ্তী পদক্ষেপ গ্ৰহণ কৰিব বুলি সদৰী কৰিছে। উল্লেখ্য যে যোৱা কেইদিনত এই ঘটনাক লৈ সমগ্ৰ ৰাজ্যতে তীব্ৰ প্ৰতিক্ৰিয়াৰ সৃষ্টি হৈছে। ৰাইজৰ মাজতো ইয়াক লৈ ব্যাপক চৰ্চা অব্যাহত আছে। ইফালে জিলা প্ৰশাসনে সকলো দিশ চালি-জাৰি চাই পৰৱৰ্তী পদক্ষেপ গ্ৰহণ কৰিব বুলি সদৰী কৰিছে। উল্লেখ্য যে যোৱা কেইদিনত এই ঘটনাক লৈ সমগ্ৰ ৰাজ্যতে তীব্ৰ প্ৰতিক্ৰিয়াৰ সৃষ্টি হৈছে। ৰাইজৰ মাজতো ইয়াক লৈ ব্যাপক চৰ্চা অব্যাহত আছে।	[890, 1615, 1176, 2427]
body-text: ইফালে মেডিকেল কলেজখনৰ নিৰ্মাণৰ কাম দ্ৰুত গতিত চলি আছে বুলি বিভাগীয় কৰ্তৃপক্ষই জানিবলৈ দিছে। স্থানীয় ৰাইজে এই পদক্ষেপক আদৰণি জনোৱাৰ বিপৰীতে কিছু সংগঠনে নিৰ্মাণৰ লেহেমীয়া গতিক লৈ অসন্তোষ প্ৰকাশ কৰিছে। আগন্তুক দুটা বছৰৰ ভিতৰত সম্পূৰ্ণ হ'বলগীয়া প্ৰকল্পটোৱে জিলাখনৰ চিকিৎসা সেৱাত নতুন মাত্ৰা যোগ কৰিব। ইফালে মেডিকেল কলেজখনৰ নিৰ্মাণৰ কাম দ্ৰুত গতিত চলি আছে বুলি বিভাগীয় কৰ্তৃপক্ষই জানিবলৈ দিছে। স্থানীয় ৰাইজে এই পদক্ষেপক আদৰণি জনোৱাৰ বিপৰীতে কিছু সংগঠনে নিৰ্মাণৰ লেহেমীয়া গতিক লৈ অসন্তোষ প্ৰকাশ কৰিছে। আগন্তুক দুটা বছৰৰ ভিতৰত সম্পূৰ্ণ হ'বলগীয়া প্ৰকল্পটোৱে জিলাখনৰ চিকিৎসা সেৱাত নতুন মাত্ৰা যোগ কৰিব। ইফালে মেডিকেল কলেজখনৰ নিৰ্মাণৰ কাম দ্ৰুত গতিত চলি আছে বুলি বিভাগীয় কৰ্তৃপক্ষই জানিবলৈ দিছে। স্থানীয় ৰাইজে এই পদক্ষেপক আদৰণি জনোৱাৰ বিপৰীতে কিছু সংগঠনে নিৰ্মাণৰ লেহেমীয়া গতিক লৈ অসন্তোষ প্ৰকাশ কৰিছে। আগন্তুক দুটা বছৰৰ ভিতৰত সম্পূৰ্ণ হ'বলগীয়া প্ৰকল্পটোৱে জিলাখনৰ চিকিৎসা সেৱাত নতুন মাত্ৰা যোগ কৰিব। ইফালে মেডিকেল কলেজখনৰ নিৰ্মাণৰ কাম দ্ৰুত গতিত চলি আছে বুলি বিভাগীয় কৰ্তৃপক্ষই জানিবলৈ দিছে। স্থানীয় ৰাইজে এই পদক্ষেপক আদৰণি জনোৱাৰ বিপৰীতে কিছু সংগঠনে নিৰ্মাণৰ লেহেমীয়া গতিক লৈ অসন্তোষ প্ৰকাশ কৰিছে। আগন্তুক দুটা বছৰৰ ভিতৰত সম্পূৰ্ণ হ'বলগীয়া প্ৰকল্পটোৱে জিলাখনৰ চিকিৎসা সেৱাত নতুন মাত্ৰা যোগ কৰিব। ইফালে মেডিকেল কলেজখনৰ নিৰ্মাণৰ কাম দ্ৰুত গতিত চলি আছে বুলি বিভাগীয় কৰ্তৃপক্ষই জানিবলৈ দিছে। স্থানীয় ৰাইজে এই পদক্ষেপক আদৰণি জনোৱাৰ বিপৰীতে কিছু সংগঠনে নিৰ্মাণৰ লেহেমীয়া গতিক লৈ অসন্তোষ প্ৰকাশ কৰিছে। আগন্তুক দুটা বছৰৰ ভিতৰত সম্পূৰ্ণ হ'বলগীয়া প্ৰকল্পটোৱে জিলাখনৰ চিকিৎসা সেৱাত নতুন মাত্ৰা যোগ কৰিব। ইফালে মেডিকেল কলেজখনৰ নিৰ্মাণৰ কাম দ্ৰুত গতিত চলি আছে বুলি বিভাগীয় কৰ্তৃপক্ষই জানিবলৈ দিছে। স্থানীয় ৰাইজে এই পদক্ষেপক আদৰণি জনোৱাৰ বিপৰীতে কিছু সংগঠনে নিৰ্মাণৰ লেহেমীয়া গতিক লৈ অসন্তোষ প্ৰকাশ কৰিছে। আগন্তুক দুটা বছৰৰ ভিতৰত সম্পূৰ্ণ হ'বলগীয়া প্ৰকল্পটোৱে জিলাখনৰ চিকিৎসা সেৱাত নতুন মাত্ৰা যোগ কৰিব। ইফালে মেডিকেল কলেজখনৰ নিৰ্মাণৰ কাম দ্ৰুত গতিত চলি আছে বুলি বিভাগীয় কৰ্তৃপক্ষই জানিবলৈ দিছে। স্থানীয় ৰাইজে এই পদক্ষেপক আদৰণি জনোৱাৰ বিপৰীতে কিছু সংগঠনে নিৰ্মাণৰ লেহেমীয়া গতিক লৈ অসন্তোষ প্ৰকাশ কৰিছে। আগন্তুক দুটা বছৰৰ ভিতৰত সম্পূৰ্ণ হ'বলগীয়া প্ৰকল্পটোৱে জিলাখনৰ চিকিৎসা সেৱাত নতুন মাত্ৰা যোগ কৰিব। ইফালে মেডিকেল কলেজখনৰ নিৰ্মাণৰ কাম দ্ৰুত গতিত চলি আছে বুলি বিভাগীয় কৰ্তৃপক্ষই জানিবলৈ দিছে। স্থানীয় ৰাইজে এই পদক্ষেপক আদৰণি জনোৱাৰ বিপৰীতে কিছু সংগঠনে নিৰ্মাণৰ লেহেমীয়া গতিক লৈ অসন্তোষ প্ৰকাশ কৰিছে। আগন্তুক দুটা বছৰৰ ভিতৰত সম্পূৰ্ণ হ'বলগীয়া প্ৰকল্পটোৱে জিলাখনৰ চিকিৎসা সেৱাত নতুন মাত্ৰা যোগ কৰিব। ইফালে মেডিকেল কলেজখনৰ নিৰ্মাণৰ কাম দ্ৰুত গতিত চলি আছে বুলি বিভাগীয় কৰ্তৃপক্ষই জানিবলৈ দিছে। স্থানীয় ৰাইজে এই পদক্ষেপক আদৰণি জনোৱাৰ বিপৰীতে কিছু সংগঠনে নিৰ্মাণৰ লেহেমীয়া গতিক লৈ অসন্তোষ প্ৰকাশ কৰিছে। আগন্তুক দুটা বছৰৰ ভিতৰত সম্পূৰ্ণ হ'বলগীয়া প্ৰকল্পটোৱে জিলাখনৰ চিকিৎসা সেৱাত নতুন মাত্ৰা যোগ কৰিব। ইফালে মেডিকেল কলেজখনৰ নিৰ্মাণৰ কাম দ্ৰুত গতিত চলি আছে বুলি বিভাগীয় কৰ্তৃপক্ষই জানিবলৈ দিছে। স্থানীয় ৰাইজে এই পদক্ষেপক আদৰণি জনোৱাৰ বিপৰীতে কিছু সংগঠনে নিৰ্মাণৰ লেহেমীয়া গতিক লৈ অসন্তোষ প্ৰকাশ কৰিছে। আগন্তুক দুটা বছৰৰ ভিতৰত সম্পূৰ্ণ হ'বলগীয়া প্ৰকল্পটোৱে জিলাখনৰ চিকিৎসা সেৱাত নতুন মাত্ৰা যোগ কৰিব। ইফালে মেডিকেল কলেজখনৰ নিৰ্মাণৰ কাম দ্ৰুত গতিত চলি আছে বুলি বিভাগীয় কৰ্তৃপক্ষই জানিবলৈ দিছে। স্থানীয় ৰাইজে এই পদক্ষেপক আদৰণি জনোৱাৰ বিপৰীতে কিছু সংগঠনে নিৰ্মাণৰ লেহেমীয়া গতিক লৈ অসন্তোষ প্ৰকাশ কৰিছে। আগন্তুক দুটা বছৰৰ ভিতৰত সম্পূৰ্ণ হ'বলগীয়া প্ৰকল্পটোৱে জিলাখনৰ চিকিৎসা সেৱাত নতুন মাত্ৰা যোগ কৰিব। ইফালে মেডিকেল কলেজখনৰ নিৰ্মাণৰ কাম দ্ৰুত গতিত চলি আছে বুলি বিভাগীয় কৰ্তৃপক্ষই জানিবলৈ দিছে। স্থানীয় ৰাইজে এই পদক্ষেপক আদৰণি জনোৱাৰ বিপৰীতে কিছু সংগঠনে নিৰ্মাণৰ লেহেমীয়া গতিক লৈ অসন্তোষ প্ৰকাশ কৰিছে। আগন্তুক দুটা বছৰৰ ভিতৰত সম্পূৰ্ণ হ'বলগীয়া প্ৰকল্পটোৱে জিলাখনৰ চিকিৎসা সেৱাত নতুন মাত্ৰা যোগ কৰিব। ইফালে মেডিকেল কলেজখনৰ নিৰ্মাণৰ কাম দ্ৰুত গতিত চলি আছে বুলি বিভাগীয় কৰ্তৃপক্ষই জানিবলৈ দিছে। স্থানীয় ৰাইজে এই পদক্ষেপক আদৰণি জনোৱাৰ বিপৰীতে কিছু সংগঠনে নিৰ্মাণৰ লেহেমীয়া গতিক লৈ অসন্তোষ প্ৰকাশ কৰিছে। আগন্তুক দুটা বছৰৰ ভিতৰত সম্পূৰ্ণ হ'বলগীয়া প্ৰকল্পটোৱে জিলাখনৰ চিকিৎসা সেৱাত নতুন মাত্ৰা যোগ কৰিব। ইফালে মেডিকেল কলেজখনৰ নিৰ্মাণৰ কাম দ্ৰুত গতিত চলি আছে বুলি বিভাগীয় কৰ্তৃপক্ষই জানিবলৈ দিছে। স্থানীয় ৰাইজে এই পদক্ষেপক আদৰণি জনোৱাৰ বিপৰীতে কিছু সংগঠনে নিৰ্মাণৰ লেহেমীয়া গতিক লৈ অসন্তোষ প্ৰকাশ কৰিছে। আগন্তুক দুটা বছৰৰ ভিতৰত সম্পূৰ্ণ হ'বলগীয়া প্ৰকল্পটোৱে জিলাখনৰ চিকিৎসা সেৱাত নতুন মাত্ৰা যোগ কৰিব। ইফালে মেডিকেল কলেজখনৰ নিৰ্মাণৰ কাম দ্ৰুত গতিত চলি আছে বুলি বিভাগীয় কৰ্তৃপক্ষই জানিবলৈ দিছে। স্থানীয় ৰাইজে এই পদক্ষেপক আদৰণি জনোৱাৰ বিপৰীতে কিছু সংগঠনে নিৰ্মাণৰ লেহেমীয়া গতিক লৈ অসন্তোষ প্ৰকাশ কৰিছে। আগন্তুক দুটা বছৰৰ ভিতৰত সম্পূৰ্ণ হ'বলগীয়া প্ৰকল্পটোৱে জিলাখনৰ চিকিৎসা সেৱাত নতুন মাত্ৰা যোগ কৰিব। ইফালে মেডিকেল কলেজখনৰ নিৰ্মাণৰ কাম দ্ৰুত গতিত চলি আছে বুলি বিভাগীয় কৰ্তৃপক্ষই জানিবলৈ দিছে। স্থানীয় ৰাইজে এই পদক্ষেপক আদৰণি জনোৱাৰ বিপৰীতে কিছু সংগঠনে নিৰ্মাণৰ লেহেমীয়া গতিক লৈ অসন্তোষ প্ৰকাশ কৰিছে। আগন্তুক দুটা বছৰৰ ভিতৰত সম্পূৰ্ণ হ'বলগীয়া প্ৰকল্পটোৱে জিলাখনৰ চিকিৎসা সেৱাত নতুন মাত্ৰা যোগ কৰিব। ইফালে মেডিকেল কলেজখনৰ নিৰ্মাণৰ কাম দ্ৰুত গতিত চলি আছে বুলি বিভাগীয় কৰ্তৃপক্ষই জানিবলৈ দিছে। স্থানীয় ৰাইজে এই পদক্ষেপক আদৰণি জনোৱাৰ বিপৰীতে কিছু সংগঠনে নিৰ্মাণৰ লেহেমীয়া গতিক লৈ অসন্তোষ প্ৰকাশ কৰিছে। আগন্তুক দুটা বছৰৰ ভিতৰত সম্পূৰ্ণ হ'বলগীয়া প্ৰকল্পটোৱে জিলাখনৰ চিকিৎসা সেৱাত নতুন মাত্ৰা যোগ কৰিব। ইফালে মেডিকেল কলেজখনৰ নিৰ্মাণৰ কাম দ্ৰুত গতিত চলি আছে বুলি বিভাগীয় কৰ্তৃপক্ষই জানিবলৈ দিছে। স্থানীয় ৰাইজে এই পদক্ষেপক আদৰণি জনোৱাৰ বিপৰীতে কিছু সংগঠনে নিৰ্মাণৰ লেহেমীয়া গতিক লৈ অসন্তোষ প্ৰকাশ কৰিছে। আগন্তুক দুটা বছৰৰ ভিতৰত সম্পূৰ্ণ হ'বলগীয়া প্ৰকল্পটোৱে জিলাখনৰ চিকিৎসা সেৱাত নতুন মাত্ৰা যোগ কৰিব।	[16, 1305, 135, 2334]
bold-runin-latin: Post malone concert	[16, 1305, 88, 1312]
masthead: দৈনিক জনমভূমি	[1314, 73, 1430, 92]
page-number: 8	[20, 37, 30, 60]
header-row	[16, 32, 1468, 64]
body-text: লখিমপুৰ মেডিকেল কলেজ আৰু চিকিৎসা মহাবিদ্যালয়ৰ উন্নয়নৰ বাবে চৰকাৰে ২০০ কোটি টকা ধাৰ্য কৰিছে। মুখ্যমন্ত্ৰী ড° হিমন্ত বিশ্ব শৰ্মাই আজি নাৰ্ছিং কলেজৰ আধাৰশিলা স্থাপন কৰি কয় যে ৰাজ্যৰ স্বাস্থ্য খণ্ডত অভূতপূৰ্ব পৰিৱৰ্তন সাধিত হৈছে। নতুন কলেজখনত প্ৰতি বছৰে এশগৰাকী ছাত্ৰীয়ে নাৰ্ছিং শিক্ষা গ্ৰহণৰ সুবিধা লাভ কৰিব। লখিমপুৰ মেডিকেল কলেজ আৰু চিকিৎসা মহাবিদ্যালয়ৰ উন্নয়নৰ বাবে চৰকাৰে ২০০ কোটি টকা ধাৰ্য কৰিছে। মুখ্যমন্ত্ৰী ড° হিমন্ত বিশ্ব শৰ্মাই আজি নাৰ্ছিং কলেজৰ আধাৰশিলা স্থাপন কৰি কয় যে ৰাজ্যৰ স্বাস্থ্য খণ্ডত অভূতপূৰ্ব পৰিৱৰ্তন সাধিত হৈছে। নতুন কলেজখনত প্ৰতি বছৰে এশগৰাকী ছাত্ৰীয়ে নাৰ্ছিং শিক্ষা গ্ৰহণৰ সুবিধা লাভ কৰিব। লখিমপুৰ মেডিকেল কলেজ আৰু চিকিৎসা মহাবিদ্যালয়ৰ উন্নয়নৰ বাবে চৰকাৰে ২০০ কোটি টকা ধাৰ্য কৰিছে। মুখ্যমন্ত্ৰী ড° হিমন্ত বিশ্ব শৰ্মাই আজি নাৰ্ছিং কলেজৰ আধাৰশিলা স্থাপন কৰি কয় যে ৰাজ্যৰ স্বাস্থ্য খণ্ডত অভূতপূৰ্ব পৰিৱৰ্তন সাধিত হৈছে। নতুন কলেজখনত প্ৰতি বছৰে এশগৰাকী ছাত্ৰীয়ে নাৰ্ছিং শিক্ষা গ্ৰহণৰ সুবিধা লাভ কৰিব। লখিমপুৰ মেডিকেল কলেজ আৰু চিকিৎসা মহাবিদ্যালয়ৰ উন্নয়নৰ বাবে চৰকাৰে ২০০ কোটি টকা ধাৰ্য কৰিছে। মুখ্যমন্ত্ৰী ড° হিমন্ত বিশ্ব শৰ্মাই আজি নাৰ্ছিং কলেজৰ আধাৰশিলা স্থাপন কৰি কয় যে ৰাজ্যৰ স্বাস্থ্য খণ্ডত অভূতপূৰ্ব পৰিৱৰ্তন সাধিত হৈছে। নতুন কলেজখনত প্ৰতি বছৰে এশগৰাকী ছাত্ৰীয়ে নাৰ্ছিং শিক্ষা গ্ৰহণৰ সুবিধা লাভ কৰিব। লখিমপুৰ মেডিকেল কলেজ আৰু চিকিৎসা মহাবিদ্যালয়ৰ উন্নয়নৰ বাবে চৰকাৰে ২০০ কোটি টকা ধাৰ্য কৰিছে। মুখ্যমন্ত্ৰী ড° হিমন্ত বিশ্ব শৰ্মাই আজি নাৰ্ছিং কলেজৰ আধাৰশিলা স্থাপন কৰি কয় যে ৰাজ্যৰ স্বাস্থ্য খণ্ডত অভূতপূৰ্ব পৰিৱৰ্তন সাধিত হৈছে। নতুন কলেজখনত প্ৰতি বছৰে এশগৰাকী ছাত্ৰীয়ে নাৰ্ছিং শিক্ষা গ্ৰহণৰ সুবিধা লাভ কৰিব। লখিমপুৰ মেডিকেল কলেজ আৰু চিকিৎসা মহাবিদ্যালয়ৰ উন্নয়নৰ বাবে চৰকাৰে ২০০ কোটি টকা ধাৰ্য কৰিছে। মুখ্যমন্ত্ৰী ড° হিমন্ত বিশ্ব শৰ্মাই আজি নাৰ্ছিং কলেজৰ আধাৰশিলা স্থাপন কৰি কয় যে ৰাজ্যৰ স্বাস্থ্য খণ্ডত অভূতপূৰ্ব পৰিৱৰ্তন সাধিত হৈছে। নতুন কলেজখনত প্ৰতি বছৰে এশগৰাকী ছাত্ৰীয়ে নাৰ্ছিং শিক্ষা গ্ৰহণৰ সুবিধা লাভ কৰিব। লখিমপুৰ মেডিকেল কলেজ আৰু চিকিৎসা মহাবিদ্যালয়ৰ উন্নয়নৰ বাবে চৰকাৰে ২০০ কোটি টকা ধাৰ্য কৰিছে। মুখ্যমন্ত্ৰী ড° হিমন্ত বিশ্ব শৰ্মাই আজি নাৰ্ছিং কলেজৰ আধাৰশিলা স্থাপন কৰি কয় যে ৰাজ্যৰ স্বাস্থ্য খণ্ডত অভূতপূৰ্ব পৰিৱৰ্তন সাধিত হৈছে। নতুন কলেজখনত প্ৰতি বছৰে এশগৰাকী ছাত্ৰীয়ে নাৰ্ছিং শিক্ষা গ্ৰহণৰ সুবিধা লাভ কৰিব। লখিমপুৰ মেডিকেল কলেজ আৰু চিকিৎসা মহাবিদ্যালয়ৰ উন্নয়নৰ বাবে চৰকাৰে ২০০ কোটি টকা ধাৰ্য কৰিছে। মুখ্যমন্ত্ৰী ড° হিমন্ত বিশ্ব শৰ্মাই আজি নাৰ্ছিং কলেজৰ আধাৰশিলা স্থাপন কৰি কয় যে ৰাজ্যৰ স্বাস্থ্য খণ্ডত অভূতপূৰ্ব পৰিৱৰ্তন সাধিত হৈছে। নতুন কলেজখনত প্ৰতি বছৰে এশগৰাকী ছাত্ৰীয়ে নাৰ্ছিং শিক্ষা গ্ৰহণৰ সুবিধা লাভ কৰিব। লখিমপুৰ মেডিকেল কলেজ আৰু চিকিৎসা মহাবিদ্যালয়ৰ উন্নয়নৰ বাবে চৰকাৰে ২০০ কোটি টকা ধাৰ্য কৰিছে। মুখ্যমন্ত্ৰী ড° হিমন্ত বিশ্ব শৰ্মাই আজি নাৰ্ছিং কলেজৰ আধাৰশিলা স্থাপন কৰি কয় যে ৰাজ্যৰ স্বাস্থ্য খণ্ডত অভূতপূৰ্ব পৰিৱৰ্তন সাধিত হৈছে। নতুন কলেজখনত প্ৰতি বছৰে এশগৰাকী ছাত্ৰীয়ে নাৰ্ছিং শিক্ষা গ্ৰহণৰ সুবিধা লাভ কৰিব। লখিমপুৰ মেডিকেল কলেজ আৰু চিকিৎসা মহাবিদ্যালয়ৰ উন্নয়নৰ বাবে চৰকাৰে ২০০ কোটি টকা ধাৰ্য কৰিছে। মুখ্যমন্ত্ৰী ড° হিমন্ত বিশ্ব শৰ্মাই আজি নাৰ্ছিং কলেজৰ আধাৰশিলা স্থাপন কৰি কয় যে ৰাজ্যৰ স্বাস্থ্য খণ্ডত অভূতপূৰ্ব পৰিৱৰ্তন সাধিত হৈছে। নতুন কলেজখনত প্ৰতি বছৰে এশগৰাকী ছাত্ৰীয়ে নাৰ্ছিং শিক্ষা গ্ৰহণৰ সুবিধা লাভ কৰিব। লখিমপুৰ মেডিকেল কলেজ আৰু চিকিৎসা মহাবিদ্যালয়ৰ উন্নয়নৰ বাবে চৰকাৰে ২০০ কোটি টকা ধাৰ্য কৰিছে। মুখ্যমন্ত্ৰী ড° হিমন্ত বিশ্ব শৰ্মাই আজি নাৰ্ছিং কলেজৰ আধাৰশিলা স্থাপন কৰি কয় যে ৰাজ্যৰ স্বাস্থ্য খণ্ডত অভূতপূৰ্ব পৰিৱৰ্তন সাধিত হৈছে। নতুন কলেজখনত প্ৰতি বছৰে এশগৰাকী ছাত্ৰীয়ে নাৰ্ছিং শিক্ষা গ্ৰহণৰ সুবিধা লাভ কৰিব। লখিমপুৰ মেডিকেল কলেজ আৰু চিকিৎসা মহাবিদ্যালয়ৰ উন্নয়নৰ বাবে চৰকাৰে ২০০ কোটি টকা ধাৰ্য কৰিছে। মুখ্যমন্ত্ৰী ড° হিমন্ত বিশ্ব শৰ্মাই আজি নাৰ্ছিং কলেজৰ আধাৰশিলা স্থাপন কৰি কয় যে ৰাজ্যৰ স্বাস্থ্য খণ্ডত অভূতপূৰ্ব পৰিৱৰ্তন সাধিত হৈছে। নতুন কলেজখনত প্ৰতি বছৰে এশগৰাকী ছাত্ৰীয়ে নাৰ্ছিং শিক্ষা গ্ৰহণৰ সুবিধা লাভ কৰিব। লখিমপুৰ মেডিকেল কলেজ আৰু চিকিৎসা মহাবিদ্যালয়ৰ উন্নয়নৰ বাবে চৰকাৰে ২০০ কোটি টকা ধাৰ্য কৰিছে। মুখ্যমন্ত্ৰী ড° হিমন্ত বিশ্ব শৰ্মাই আজি নাৰ্ছিং কলেজৰ আধাৰশিলা স্থাপন কৰি কয় যে ৰাজ্যৰ স্বাস্থ্য খণ্ডত অভূতপূৰ্ব পৰিৱৰ্তন সাধিত হৈছে। নতুন কলেজখনত প্ৰতি বছৰে এশগৰাকী ছাত্ৰীয়ে নাৰ্ছিং শিক্ষা গ্ৰহণৰ সুবিধা লাভ কৰিব। লখিমপুৰ মেডিকেল কলেজ আৰু চিকিৎসা মহাবিদ্যালয়ৰ উন্নয়নৰ বাবে চৰকাৰে ২০০ কোটি টকা ধাৰ্য কৰিছে। মুখ্যমন্ত্ৰী ড° হিমন্ত বিশ্ব শৰ্মাই আজি নাৰ্ছিং কলেজৰ আধাৰশিলা স্থাপন কৰি কয় যে ৰাজ্যৰ স্বাস্থ্য খণ্ডত অভূতপূৰ্ব পৰিৱৰ্তন সাধিত হৈছে। নতুন কলেজখনত প্ৰতি বছৰে এশগৰাকী ছাত্ৰীয়ে নাৰ্ছিং শিক্ষা গ্ৰহণৰ সুবিধা লাভ কৰিব। লখিমপুৰ মেডিকেল কলেজ আৰু চিকিৎসা মহাবিদ্যালয়ৰ উন্নয়নৰ বাবে চৰকাৰে ২০০ কোটি টকা ধাৰ্য কৰিছে। মুখ্যমন্ত্ৰী ড° হিমন্ত বিশ্ব শৰ্মাই আজি নাৰ্ছিং কলেজৰ আধাৰশিলা স্থাপন কৰি কয় যে ৰাজ্যৰ স্বাস্থ্য খণ্ডত অভূতপূৰ্ব পৰিৱৰ্তন সাধিত হৈছে। নতুন কলেজখনত প্ৰতি বছৰে এশগৰাকী ছাত্ৰীয়ে নাৰ্ছিং শিক্ষা গ্ৰহণৰ সুবিধা লাভ কৰিব। লখিমপুৰ মেডিকেল কলেজ আৰু চিকিৎসা মহাবিদ্যালয়ৰ উন্নয়নৰ বাবে চৰকাৰে ২০০ কোটি টকা ধাৰ্য কৰিছে। মুখ্যমন্ত্ৰী ড° হিমন্ত বিশ্ব শৰ্মাই আজি নাৰ্ছিং কলেজৰ আধাৰশিলা স্থাপন কৰি কয় যে ৰাজ্যৰ স্বাস্থ্য খণ্ডত অভূতপূৰ্ব পৰিৱৰ্তন সাধিত হৈছে। নতুন কলেজখনত প্ৰতি বছৰে এশগৰাকী ছাত্ৰীয়ে নাৰ্ছিং শিক্ষা গ্ৰহণৰ সুবিধা লাভ কৰিব। লখিমপুৰ মেডিকেল কলেজ আৰু চিকিৎসা মহাবিদ্যালয়ৰ উন্নয়নৰ বাবে চৰকাৰে ২০০ কোটি টকা ধাৰ্য কৰিছে। মুখ্যমন্ত্ৰী ড° হিমন্ত বিশ্ব শৰ্মাই আজি নাৰ্ছিং কলেজৰ আধাৰশিলা স্থাপন কৰি কয় যে ৰাজ্যৰ স্বাস্থ্য খণ্ডত অভূতপূৰ্ব পৰিৱৰ্তন সাধিত হৈছে। নতুন কলেজখনত প্ৰতি বছৰে এশগৰাকী ছাত্ৰীয়ে নাৰ্ছিং শিক্ষা গ্ৰহণৰ সুবিধা লাভ কৰিব। লখিমপুৰ মেডিকেল কলেজ আৰু চিকিৎসা মহাবিদ্যালয়ৰ উন্নয়নৰ বাবে চৰকাৰে ২০০ কোটি টকা ধাৰ্য কৰিছে। মুখ্যমন্ত্ৰী ড° হিমন্ত বিশ্ব শৰ্মাই আজি নাৰ্ছিং কলেজৰ আধাৰশিলা স্থাপন কৰি কয় যে ৰাজ্যৰ স্বাস্থ্য খণ্ডত অভূতপূৰ্ব পৰিৱৰ্তন সাধিত হৈছে। নতুন কলেজখনত প্ৰতি বছৰে এশগৰাকী ছাত্ৰীয়ে নাৰ্ছিং শিক্ষা গ্ৰহণৰ সুবিধা লাভ কৰিব।	[143, 548, 263, 1561]
body-text: ইফালে জিলা প্ৰশাসনে সকলো দিশ চালি-জাৰি চাই পৰৱৰ্তী পদক্ষেপ গ্ৰহণ কৰিব বুলি সদৰী কৰিছে। উল্লেখ্য যে যোৱা কেইদিনত এই ঘটনাক লৈ সমগ্ৰ ৰাজ্যতে তীব্ৰ প্ৰতিক্ৰিয়াৰ সৃষ্টি হৈছে। ৰাইজৰ মাজতো ইয়াক লৈ ব্যাপক চৰ্চা অব্যাহত আছে। ইফালে জিলা প্ৰশাসনে সকলো দিশ চালি-জাৰি চাই পৰৱৰ্তী পদক্ষেপ গ্ৰহণ কৰিব বুলি সদৰী কৰিছে। উল্লেখ্য যে যোৱা কেইদিনত এই ঘটনাক লৈ সমগ্ৰ ৰাজ্যতে তীব্ৰ প্ৰতিক্ৰিয়াৰ সৃষ্টি হৈছে। ৰাইজৰ মাজতো ইয়াক লৈ ব্যাপক চৰ্চা অব্যাহত আছে। ইফালে জিলা প্ৰশাসনে সকলো দিশ চালি-জাৰি চাই পৰৱৰ্তী পদক্ষেপ গ্ৰহণ কৰিব বুলি সদৰী কৰিছে। উল্লেখ্য যে যোৱা কেইদিনত এই ঘটনাক লৈ সমগ্ৰ ৰাজ্যতে তীব্ৰ প্ৰতিক্ৰিয়াৰ সৃষ্টি হৈছে। ৰাইজৰ মাজতো ইয়াক লৈ ব্যাপক চৰ্চা অব্যাহত আছে। ইফালে জিলা প্ৰশাসনে সকলো দিশ চালি-জাৰি চাই পৰৱৰ্তী পদক্ষেপ গ্ৰহণ কৰিব বুলি সদৰী কৰিছে। উল্লেখ্য যে যোৱা কেইদিনত এই ঘটনাক লৈ সমগ্ৰ ৰাজ্যতে তীব্ৰ প্ৰতিক্ৰিয়াৰ সৃষ্টি হৈছে। ৰাইজৰ মাজতো ইয়াক লৈ ব্যাপক চৰ্চা অব্যাহত আছে। ইফালে জিলা প্ৰশাসনে সকলো দিশ চালি-জাৰি চাই পৰৱৰ্তী পদক্ষেপ গ্ৰহণ কৰিব বুলি সদৰী কৰিছে। উল্লেখ্য যে যোৱা কেইদিনত এই ঘটনাক লৈ সমগ্ৰ ৰাজ্যতে তীব্ৰ প্ৰতিক্ৰিয়াৰ সৃষ্টি হৈছে। ৰাইজৰ মাজতো ইয়াক লৈ ব্যাপক চৰ্চা অব্যাহত আছে। ইফালে জিলা প্ৰশাসনে সকলো দিশ চালি-জাৰি চাই পৰৱৰ্তী পদক্ষেপ গ্ৰহণ কৰিব বুলি সদৰী কৰিছে। উল্লেখ্য যে যোৱা কেইদিনত এই ঘটনাক লৈ সমগ্ৰ ৰাজ্যতে তীব্ৰ প্ৰতিক্ৰিয়াৰ সৃষ্টি হৈছে। ৰাইজৰ মাজতো ইয়াক লৈ ব্যাপক চৰ্চা অব্যাহত আছে। ইফালে জিলা প্ৰশাসনে সকলো দিশ চালি-জাৰি চাই পৰৱৰ্তী পদক্ষেপ গ্ৰহণ কৰিব বুলি সদৰী কৰিছে। উল্লেখ্য যে যোৱা কেইদিনত এই ঘটনাক লৈ সমগ্ৰ ৰাজ্যতে তীব্ৰ প্ৰতিক্ৰিয়াৰ সৃষ্টি হৈছে। ৰাইজৰ মাজতো ইয়াক লৈ ব্যাপক চৰ্চা অব্যাহত আছে। ইফালে জিলা প্ৰশাসনে সকলো দিশ চালি-জাৰি চাই পৰৱৰ্তী পদক্ষেপ গ্ৰহণ কৰিব বুলি সদৰী কৰিছে। উল্লেখ্য যে যোৱা কেইদিনত এই ঘটনাক লৈ সমগ্ৰ ৰাজ্যতে তীব্ৰ প্ৰতিক্ৰিয়াৰ সৃষ্টি হৈছে। ৰাইজৰ মাজতো ইয়াক লৈ ব্যাপক চৰ্চা অব্যাহত আছে। ইফালে জিলা প্ৰশাসনে সকলো দিশ চালি-জাৰি চাই পৰৱৰ্তী পদক্ষেপ গ্ৰহণ কৰিব বুলি সদৰী কৰিছে। উল্লেখ্য যে যোৱা কেইদিনত এই ঘটনাক লৈ সমগ্ৰ ৰাজ্যতে তীব্ৰ প্ৰতিক্ৰিয়াৰ সৃষ্টি হৈছে। ৰাইজৰ মাজতো ইয়াক লৈ ব্যাপক চৰ্চা অব্যাহত আছে। ইফালে জিলা প্ৰশাসনে সকলো দিশ চালি-জাৰি চাই পৰৱৰ্তী পদক্ষেপ গ্ৰহণ কৰিব বুলি সদৰী কৰিছে। উল্লেখ্য যে যোৱা কেইদিনত এই ঘটনাক লৈ সমগ্ৰ ৰাজ্যতে তীব্ৰ প্ৰতিক্ৰিয়াৰ সৃষ্টি হৈছে। ৰাইজৰ মাজতো ইয়াক লৈ ব্যাপক চৰ্চা অব্যাহত আছে।	[395, 1180, 504, 1622]
article-body	[395, 133, 740, 2434]
body-text: লখিমপুৰ মেডিকেল কলেজ আৰু চিকিৎসা মহাবিদ্যালয়ৰ উন্নয়নৰ বাবে চৰকাৰে ২০০ কোটি টকা ধাৰ্য কৰিছে। মুখ্যমন্ত্ৰী ড° হিমন্ত বিশ্ব শৰ্মাই আজি নাৰ্ছিং কলেজৰ আধাৰশিলা স্থাপন কৰি কয় যে ৰাজ্যৰ স্বাস্থ্য খণ্ডত অভূতপূৰ্ব পৰিৱৰ্তন সাধিত হৈছে। নতুন কলেজখনত প্ৰতি বছৰে এশগৰাকী ছাত্ৰীয়ে নাৰ্ছিং শিক্ষা গ্ৰহণৰ সুবিধা লাভ কৰিব। লখিমপুৰ মেডিকেল কলেজ আৰু চিকিৎসা মহাবিদ্যালয়ৰ উন্নয়নৰ বাবে চৰকাৰে ২০০ কোটি টকা ধাৰ্য কৰিছে। মুখ্যমন্ত্ৰী ড° হিমন্ত বিশ্ব শৰ্মাই আজি নাৰ্ছিং কলেজৰ আধাৰশিলা স্থাপন কৰি কয় যে ৰাজ্যৰ স্বাস্থ্য খণ্ডত অভূতপূৰ্ব পৰিৱৰ্তন সাধিত হৈছে। নতুন কলেজখনত প্ৰতি বছৰে এশগৰাকী ছাত্ৰীয়ে নাৰ্ছিং শিক্ষা গ্ৰহণৰ সুবিধা লাভ কৰিব। লখিমপুৰ মেডিকেল কলেজ আৰু চিকিৎসা মহাবিদ্যালয়ৰ উন্নয়নৰ বাবে চৰকাৰে ২০০ কোটি টকা ধাৰ্য কৰিছে। মুখ্যমন্ত্ৰী ড° হিমন্ত বিশ্ব শৰ্মাই আজি নাৰ্ছিং কলেজৰ আধাৰশিলা স্থাপন কৰি কয় যে ৰাজ্যৰ স্বাস্থ্য খণ্ডত অভূতপূৰ্ব পৰিৱৰ্তন সাধিত হৈছে। নতুন কলেজখনত প্ৰতি বছৰে এশগৰাকী ছাত্ৰীয়ে নাৰ্ছিং শিক্ষা গ্ৰহণৰ সুবিধা লাভ কৰিব। লখিমপুৰ মেডিকেল কলেজ আৰু চিকিৎসা মহাবিদ্যালয়ৰ উন্নয়নৰ বাবে চৰকাৰে ২০০ কোটি টকা ধাৰ্য কৰিছে। মুখ্যমন্ত্ৰী ড° হিমন্ত বিশ্ব শৰ্মাই আজি নাৰ্ছিং কলেজৰ আধাৰশিলা স্থাপন কৰি কয় যে ৰাজ্যৰ স্বাস্থ্য খণ্ডত অভূতপূৰ্ব পৰিৱৰ্তন সাধিত হৈছে। নতুন কলেজখনত প্ৰতি বছৰে এশগৰাকী ছাত্ৰীয়ে নাৰ্ছিং শিক্ষা গ্ৰহণৰ সুবিধা লাভ কৰিব। লখিমপুৰ মেডিকেল কলেজ আৰু চিকিৎসা মহাবিদ্যালয়ৰ উন্নয়নৰ বাবে চৰকাৰে ২০০ কোটি টকা ধাৰ্য কৰিছে। মুখ্যমন্ত্ৰী ড° হিমন্ত বিশ্ব শৰ্মাই আজি নাৰ্ছিং কলেজৰ আধাৰশিলা স্থাপন কৰি কয় যে ৰাজ্যৰ স্বাস্থ্য খণ্ডত অভূতপূৰ্ব পৰিৱৰ্তন সাধিত হৈছে। নতুন কলেজখনত প্ৰতি বছৰে এশগৰাকী ছাত্ৰীয়ে নাৰ্ছিং শিক্ষা গ্ৰহণৰ সুবিধা লাভ কৰিব। লখিমপুৰ মেডিকেল কলেজ আৰু চিকিৎসা মহাবিদ্যালয়ৰ উন্নয়নৰ বাবে চৰকাৰে ২০০ কোটি টকা ধাৰ্য কৰিছে। মুখ্যমন্ত্ৰী ড° হিমন্ত বিশ্ব শৰ্মাই আজি নাৰ্ছিং কলেজৰ আধাৰশিলা স্থাপন কৰি কয় যে ৰাজ্যৰ স্বাস্থ্য খণ্ডত অভূতপূৰ্ব পৰিৱৰ্তন সাধিত হৈছে। নতুন কলেজখনত প্ৰতি বছৰে এশগৰাকী ছাত্ৰীয়ে নাৰ্ছিং শিক্ষা গ্ৰহণৰ সুবিধা লাভ কৰিব। লখিমপুৰ মেডিকেল কলেজ আৰু চিকিৎসা মহাবিদ্যালয়ৰ উন্নয়নৰ বাবে চৰকাৰে ২০০ কোটি টকা ধাৰ্য কৰিছে। মুখ্যমন্ত্ৰী ড° হিমন্ত বিশ্ব শৰ্মাই আজি নাৰ্ছিং কলেজৰ আধাৰশিলা স্থাপন কৰি কয় যে ৰাজ্যৰ স্বাস্থ্য খণ্ডত অভূতপূৰ্ব পৰিৱৰ্তন সাধিত হৈছে। নতুন কলেজখনত প্ৰতি বছৰে এশগৰাকী ছাত্ৰীয়ে নাৰ্ছিং শিক্ষা গ্ৰহণৰ সুবিধা লাভ কৰিব। লখিমপুৰ মেডিকেল কলেজ আৰু চিকিৎসা মহাবিদ্যালয়ৰ উন্নয়নৰ বাবে চৰকাৰে ২০০ কোটি টকা ধাৰ্য কৰিছে। মুখ্যমন্ত্ৰী ড° হিমন্ত বিশ্ব শৰ্মাই আজি নাৰ্ছিং কলেজৰ আধাৰশিলা স্থাপন কৰি কয় যে ৰাজ্যৰ স্বাস্থ্য খণ্ডত অভূতপূৰ্ব পৰিৱৰ্তন সাধিত হৈছে। নতুন কলেজখনত প্ৰতি বছৰে এশগৰাকী ছাত্ৰীয়ে নাৰ্ছিং শিক্ষা গ্ৰহণৰ সুবিধা লাভ কৰিব। লখিমপুৰ মেডিকেল কলেজ আৰু চিকিৎসা মহাবিদ্যালয়ৰ উন্নয়নৰ বাবে চৰকাৰে ২০০ কোটি টকা ধাৰ্য কৰিছে। মুখ্যমন্ত্ৰী ড° হিমন্ত বিশ্ব শৰ্মাই আজি নাৰ্ছিং কলেজৰ আধাৰশিলা স্থাপন কৰি কয় যে ৰাজ্যৰ স্বাস্থ্য খণ্ডত অভূতপূৰ্ব পৰিৱৰ্তন সাধিত হৈছে। নতুন কলেজখনত প্ৰতি বছৰে এশগৰাকী ছাত্ৰীয়ে নাৰ্ছিং শিক্ষা গ্ৰহণৰ সুবিধা লাভ কৰিব। লখিমপুৰ মেডিকেল কলেজ আৰু চিকিৎসা মহাবিদ্যালয়ৰ উন্নয়নৰ বাবে চৰকাৰে ২০০ কোটি টকা ধাৰ্য কৰিছে। মুখ্যমন্ত্ৰী ড° হিমন্ত বিশ্ব শৰ্মাই আজি নাৰ্ছিং কলেজৰ আধাৰশিলা স্থাপন কৰি কয় যে ৰাজ্যৰ স্বাস্থ্য খণ্ডত অভূতপূৰ্ব পৰিৱৰ্তন সাধিত হৈছে। নতুন কলেজখনত প্ৰতি বছৰে এশগৰাকী ছাত্ৰীয়ে নাৰ্ছিং শিক্ষা গ্ৰহণৰ সুবিধা লাভ কৰিব। লখিমপুৰ মেডিকেল কলেজ আৰু চিকিৎসা মহাবিদ্যালয়ৰ উন্নয়নৰ বাবে চৰকাৰে ২০০ কোটি টকা ধাৰ্য কৰিছে। মুখ্যমন্ত্ৰী ড° হিমন্ত বিশ্ব শৰ্মাই আজি নাৰ্ছিং কলেজৰ আধাৰশিলা স্থাপন কৰি কয় যে ৰাজ্যৰ স্বাস্থ্য খণ্ডত অভূতপূৰ্ব পৰিৱৰ্তন সাধিত হৈছে। নতুন কলেজখনত প্ৰতি বছৰে এশগৰাকী ছাত্ৰীয়ে নাৰ্ছিং শিক্ষা গ্ৰহণৰ সুবিধা লাভ কৰিব। লখিমপুৰ মেডিকেল কলেজ আৰু চিকিৎসা মহাবিদ্যালয়ৰ উন্নয়নৰ বাবে চৰকাৰে ২০০ কোটি টকা ধাৰ্য কৰিছে। মুখ্যমন্ত্ৰী ড° হিমন্ত বিশ্ব শৰ্মাই আজি নাৰ্ছিং কলেজৰ আধাৰশিলা স্থাপন কৰি কয় যে ৰাজ্যৰ স্বাস্থ্য খণ্ডত অভূতপূৰ্ব পৰিৱৰ্তন সাধিত হৈছে। নতুন কলেজখনত প্ৰতি বছৰে এশগৰাকী ছাত্ৰীয়ে নাৰ্ছিং শিক্ষা গ্ৰহণৰ সুবিধা লাভ কৰিব। লখিমপুৰ মেডিকেল কলেজ আৰু চিকিৎসা মহাবিদ্যালয়ৰ উন্নয়নৰ বাবে চৰকাৰে ২০০ কোটি টকা ধাৰ্য কৰিছে। মুখ্যমন্ত্ৰী ড° হিমন্ত বিশ্ব শৰ্মাই আজি নাৰ্ছিং কলেজৰ আধাৰশিলা স্থাপন কৰি কয় যে ৰাজ্যৰ স্বাস্থ্য খণ্ডত অভূতপূৰ্ব পৰিৱৰ্তন সাধিত হৈছে। নতুন কলেজখনত প্ৰতি বছৰে এশগৰাকী ছাত্ৰীয়ে নাৰ্ছিং শিক্ষা গ্ৰহণৰ সুবিধা লাভ কৰিব। লখিমপুৰ মেডিকেল কলেজ আৰু চিকিৎসা মহাবিদ্যালয়ৰ উন্নয়নৰ বাবে চৰকাৰে ২০০ কোটি টকা ধাৰ্য কৰিছে। মুখ্যমন্ত্ৰী ড° হিমন্ত বিশ্ব শৰ্মাই আজি নাৰ্ছিং কলেজৰ আধাৰশিলা স্থাপন কৰি কয় যে ৰাজ্যৰ স্বাস্থ্য খণ্ডত অভূতপূৰ্ব পৰিৱৰ্তন সাধিত হৈছে। নতুন কলেজখনত প্ৰতি বছৰে এশগৰাকী ছাত্ৰীয়ে নাৰ্ছিং শিক্ষা গ্ৰহণৰ সুবিধা লাভ কৰিব। লখিমপুৰ মেডিকেল কলেজ আৰু চিকিৎসা মহাবিদ্যালয়ৰ উন্নয়নৰ বাবে চৰকাৰে ২০০ কোটি টকা ধাৰ্য কৰিছে। মুখ্যমন্ত্ৰী ড° হিমন্ত বিশ্ব শৰ্মাই আজি নাৰ্ছিং কলেজৰ আধাৰশিলা স্থাপন কৰি কয় যে ৰাজ্যৰ স্বাস্থ্য খণ্ডত অভূতপূৰ্ব পৰিৱৰ্তন সাধিত হৈছে। নতুন কলেজখনত প্ৰতি বছৰে এশগৰাকী ছাত্ৰীয়ে নাৰ্ছিং শিক্ষা গ্ৰহণৰ সুবিধা লাভ কৰিব। লখিমপুৰ মেডিকেল কলেজ আৰু চিকিৎসা মহাবিদ্যালয়ৰ উন্নয়নৰ বাবে চৰকাৰে ২০০ কোটি টকা ধাৰ্য কৰিছে। মুখ্যমন্ত্ৰী ড° হিমন্ত বিশ্ব শৰ্মাই আজি নাৰ্ছিং কলেজৰ আধাৰশিলা স্থাপন কৰি কয় যে ৰাজ্যৰ স্বাস্থ্য খণ্ডত অভূতপূৰ্ব পৰিৱৰ্তন সাধিত হৈছে। নতুন কলেজখনত প্ৰতি বছৰে এশগৰাকী ছাত্ৰীয়ে নাৰ্ছিং শিক্ষা গ্ৰহণৰ সুবিধা লাভ কৰিব। লখিমপুৰ মেডিকেল কলেজ আৰু চিকিৎসা মহাবিদ্যালয়ৰ উন্নয়নৰ বাবে চৰকাৰে ২০০ কোটি টকা ধাৰ্য কৰিছে। মুখ্যমন্ত্ৰী ড° হিমন্ত বিশ্ব শৰ্মাই আজি নাৰ্ছিং কলেজৰ আধাৰশিলা স্থাপন কৰি কয় যে ৰাজ্যৰ স্বাস্থ্য খণ্ডত অভূতপূৰ্ব পৰিৱৰ্তন সাধিত হৈছে। নতুন কলেজখনত প্ৰতি বছৰে এশগৰাকী ছাত্ৰীয়ে নাৰ্ছিং শিক্ষা গ্ৰহণৰ সুবিধা লাভ কৰিব। লখিমপুৰ মেডিকেল কলেজ আৰু চিকিৎসা মহাবিদ্যালয়ৰ উন্নয়নৰ বাবে চৰকাৰে ২০০ কোটি টকা ধাৰ্য কৰিছে। মুখ্যমন্ত্ৰী ড° হিমন্ত বিশ্ব শৰ্মাই আজি নাৰ্ছিং কলেজৰ আধাৰশিলা স্থাপন কৰি কয় যে ৰাজ্যৰ স্বাস্থ্য খণ্ডত অভূতপূৰ্ব পৰিৱৰ্তন সাধিত হৈছে। নতুন কলেজখনত প্ৰতি বছৰে এশগৰাকী ছাত্ৰীয়ে নাৰ্ছিং শিক্ষা গ্ৰহণৰ সুবিধা লাভ কৰিব। লখিমপুৰ মেডিকেল কলেজ আৰু চিকিৎসা মহাবিদ্যালয়ৰ উন্নয়নৰ বাবে চৰকাৰে ২০০ কোটি টকা ধাৰ্য কৰিছে। মুখ্যমন্ত্ৰী ড° হিমন্ত বিশ্ব শৰ্মাই আজি নাৰ্ছিং কলেজৰ আধাৰশিলা স্থাপন কৰি কয় যে ৰাজ্যৰ স্বাস্থ্য খণ্ডত অভূতপূৰ্ব পৰিৱৰ্তন সাধিত হৈছে। নতুন কলেজখনত প্ৰতি বছৰে এশগৰাকী ছাত্ৰীয়ে নাৰ্ছিং শিক্ষা গ্ৰহণৰ সুবিধা লাভ কৰিব। লখিমপুৰ মেডিকেল কলেজ আৰু চিকিৎসা মহাবিদ্যালয়ৰ উন্নয়নৰ বাবে চৰকাৰে ২০০ কোটি টকা ধাৰ্য কৰিছে। মুখ্যমন্ত্ৰী ড° হিমন্ত বিশ্ব শৰ্মাই আজি নাৰ্ছিং কলেজৰ আধাৰশিলা স্থাপন কৰি কয় যে ৰাজ্যৰ স্বাস্থ্য খণ্ডত অভূতপূৰ্ব পৰিৱৰ্তন সাধিত হৈছে। নতুন কলেজখনত প্ৰতি বছৰে এশগৰাকী ছাত্ৰীয়ে নাৰ্ছিং শিক্ষা গ্ৰহণৰ সুবিধা লাভ কৰিব।	[16, 178, 135, 1304]
